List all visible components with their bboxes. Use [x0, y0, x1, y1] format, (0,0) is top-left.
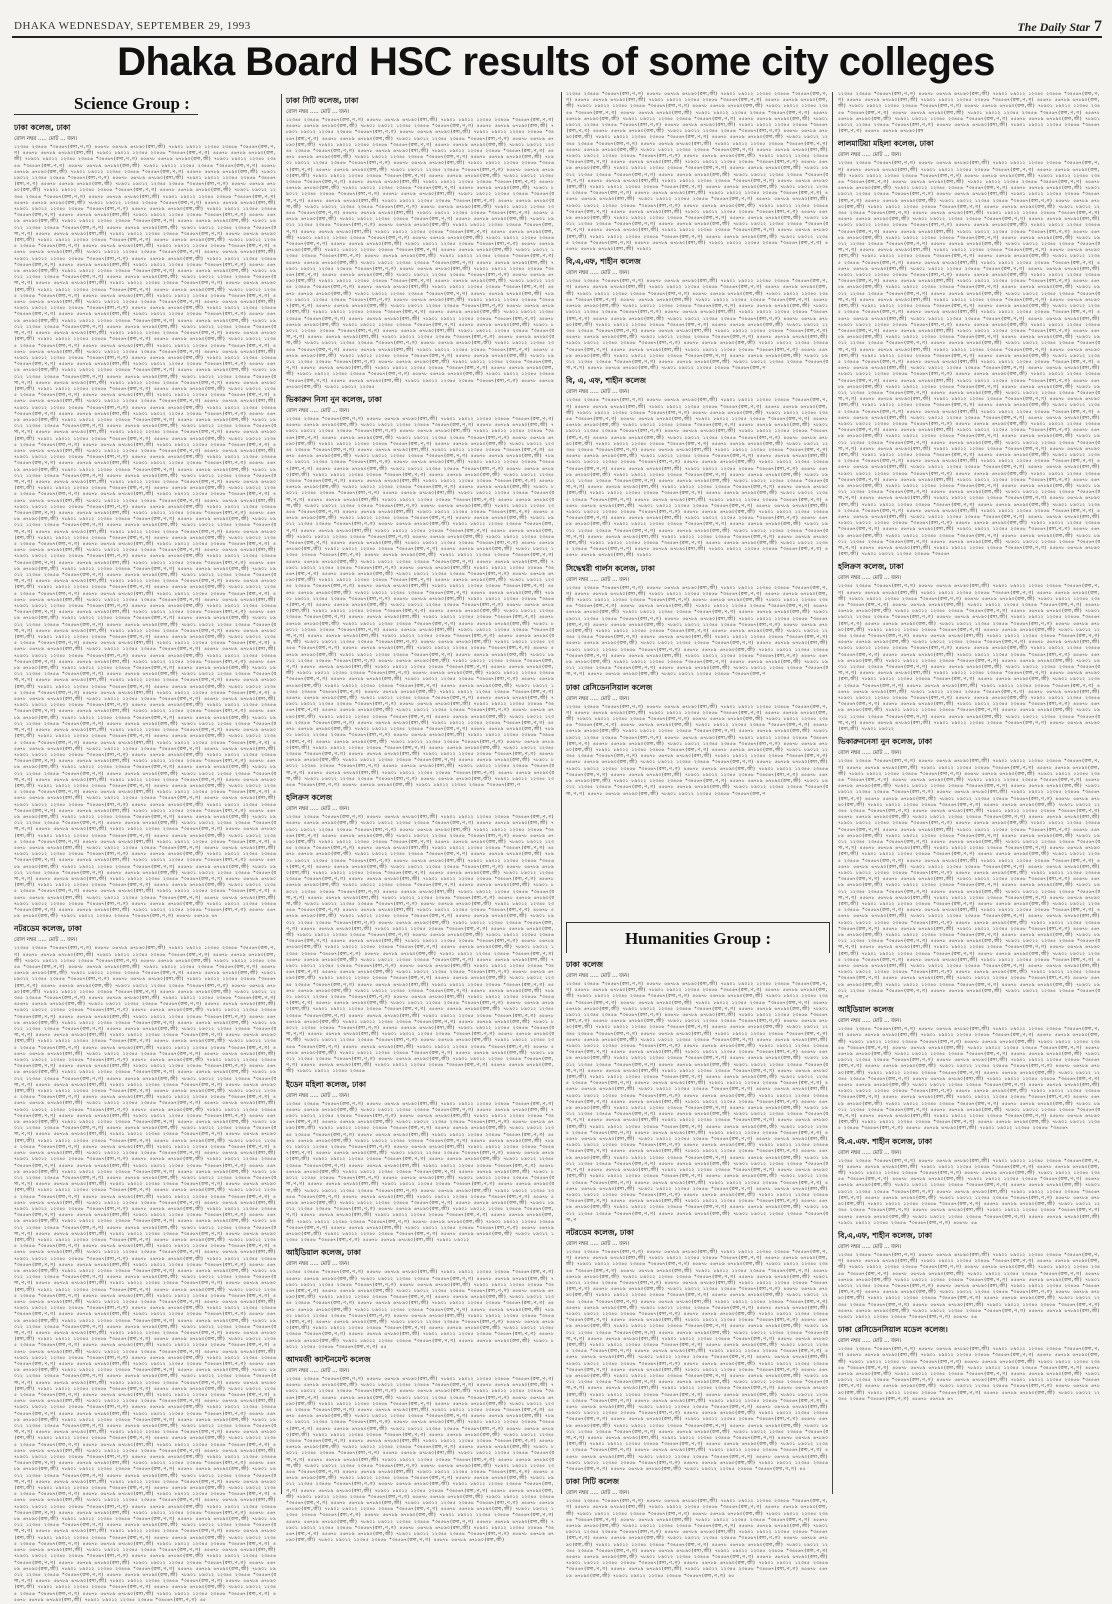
- results-column-3-humanities: [566, 956, 828, 1579]
- roll-range: রোল নম্বর ..... মোট ... জন।: [286, 806, 350, 813]
- results-column-1: [14, 94, 276, 1603]
- college-name: নটরডেম কলেজ, ঢাকা: [566, 1227, 634, 1237]
- column-divider: [832, 92, 833, 1494]
- column-divider: [281, 94, 282, 1494]
- roll-number-listing: ১২৩৪৫ ২৩৪৫৬ *৩৪৫৬৭(রসা,প,গ) ৪৫৬৭৮ ৫৬৭৮৯ ৬৭৮৯০(রসা,জী) ৭৮৯০১ ৮৯০১২ ১২৩৪৫ ২৩৪৫৬ *৩৪৫৬৭(রসা,প,গ) ৪৫৬৭৮ ৫৬৭৮৯ ৬৭৮৯০(রসা,জী) ৭৮৯০১ ৮৯০১২ ১২৩৪৫ ২৩৪৫৬ *৩৪৫৬৭(রসা,প,গ) ৪৫৬৭৮ ৫৬৭৮৯ ৬৭৮৯০(রসা,জী) ৭৮৯০১ ৮৯০১২ ১২৩৪৫ ২৩৪৫৬ *৩৪৫৬৭(রসা,প,গ) ৪৫৬৭৮ ৫৬৭৮৯ ৬৭৮৯০(রসা,জী) ৭৮৯০১ ৮৯০১২ ১২৩৪৫ ২৩৪৫৬ *৩৪৫৬৭(রসা,প,গ) ৪৫৬৭৮ ৫৬৭৮৯ ৬৭৮৯০(রসা,জী) ৭৮৯০১ ৮৯০১২ ১২৩৪৫ ২৩৪৫৬ *৩৪৫৬৭(রসা,প,গ) ৪৫৬৭৮ ৫৬৭৮৯ ৬৭৮৯০(রসা,জী) ৭৮৯০১ ৮৯০১২ ১২৩৪৫ ২৩৪৫৬ *৩৪৫৬৭(রসা,প,গ) ৪৫৬৭৮ ৫৬৭৮৯ ৬৭৮৯০(রসা,জী) ৭৮৯০১ ৮৯০১২ ১২৩৪৫ ২৩৪৫৬ *৩৪৫৬৭(রসা,প,গ) ৪৫৬৭৮ ৫৬৭৮৯ ৬৭৮৯০(রসা,জী) ৭৮৯০১ ৮৯০১২ ১২৩৪৫ ২৩৪৫৬ *৩৪৫৬৭(রসা,প,গ) ৪৫৬৭৮ ৫৬৭৮৯ ৬৭৮৯০(রসা,জী) ৭৮৯০১ ৮৯০১২ ১২৩৪৫ ২৩৪৫৬ *৩৪৫৬৭(রসা,প,গ) ৪৫৬৭৮ ৫৬৭৮৯ ৬৭৮৯০(রসা,জী) ৭৮৯০১ ৮৯০১২ ১২৩৪৫ ২৩৪৫৬ *৩৪৫৬৭(রসা,প,গ) ৪৫৬৭৮ ৫৬৭৮৯ ৬৭৮৯০(রসা,জী) ৭৮৯০১ ৮৯০১২ ১২৩৪৫ ২৩৪৫৬ *৩৪৫৬৭(রসা,প,গ) ৪৫৬৭৮ ৫৬৭৮৯ ৬৭৮৯০(রসা,জী) ৭৮৯০১ ৮৯০১২ ১২৩৪৫ ২৩৪৫৬ *৩৪৫৬৭(রসা,প,গ) ৪৫৬৭৮ ৫৬৭৮৯ ৬৭৮৯০(রসা,জী) ৭৮৯০১ ৮৯০১২ ১২৩৪৫ ২৩৪৫৬ *৩৪৫৬৭(রসা,প,গ) ৪৫৬৭৮ ৫৬৭৮৯ ৬৭৮৯০(রসা,জী) ৭৮৯০১ ৮৯০১২ ১২৩৪৫ ২৩৪৫৬ *৩৪৫৬৭(রসা,প,গ) ৪৫৬৭৮ ৫৬৭৮৯ ৬৭৮৯০(রসা,জী) ৭৮৯০১ ৮৯০১২ ১২৩৪৫ ২৩৪৫৬ *৩৪৫৬৭(রসা,প,গ) ৪৫৬৭৮ ৫৬৭৮৯ ৬৭৮৯০(রসা,জী) ৭৮৯০১ ৮৯০১২ ১২৩৪৫ ২৩৪৫৬ *৩৪৫৬৭(রসা,প,গ) ৪৫৬৭৮ ৫৬৭৮৯ ৬৭৮৯০(রসা,জী) ৭৮৯০১ ৮৯০১২ ১২৩৪৫ ২৩৪৫৬ *৩৪৫৬৭(রসা,প,গ) ৪৫: [566, 1499, 828, 1579]
- roll-range: রোল নম্বর ..... মোট ... জন।: [14, 136, 78, 142]
- roll-range: রোল নম্বর ..... মোট ... জন।: [566, 973, 630, 979]
- roll-number-listing: ১২৩৪৫ ২৩৪৫৬ *৩৪৫৬৭(রসা,প,গ) ৪৫৬৭৮ ৫৬৭৮৯ ৬৭৮৯০(রসা,জী) ৭৮৯০১ ৮৯০১২ ১২৩৪৫ ২৩৪৫৬ *৩৪৫৬৭(রসা,প,গ) ৪৫৬৭৮ ৫৬৭৮৯ ৬৭৮৯০(রসা,জী) ৭৮৯০১ ৮৯০১২ ১২৩৪৫ ২৩৪৫৬ *৩৪৫৬৭(রসা,প,গ) ৪৫৬৭৮ ৫৬৭৮৯ ৬৭৮৯০(রসা,জী) ৭৮৯০১ ৮৯০১২ ১২৩৪৫ ২৩৪৫৬ *৩৪৫৬৭(রসা,প,গ) ৪৫৬৭৮ ৫৬৭৮৯ ৬৭৮৯০(রসা,জী) ৭৮৯০১ ৮৯০১২ ১২৩৪৫ ২৩৪৫৬ *৩৪৫৬৭(রসা,প,গ) ৪৫৬৭৮ ৫৬৭৮৯ ৬৭৮৯০(রসা,জী) ৭৮৯০১ ৮৯০১২ ১২৩৪৫ ২৩৪৫৬ *৩৪৫৬৭(রসা,প,গ) ৪৫৬৭৮ ৫৬৭৮৯ ৬৭৮৯০(রসা,জী) ৭৮৯০১ ৮৯০১২ ১২৩৪৫ ২৩৪৫৬ *৩৪৫৬৭(রসা,প,গ) ৪৫৬৭৮ ৫৬৭৮৯ ৬৭৮৯০(রসা,জী) ৭৮৯০১ ৮৯০১২ ১২৩৪৫ ২৩৪৫৬ *৩৪৫৬৭(রসা,প,গ) ৪৫৬৭৮ ৫৬৭৮৯ ৬৭৮৯০(রসা,জী) ৭৮৯০১ ৮৯০১২ ১২৩৪৫ ২৩৪৫৬ *৩৪৫৬৭(রসা,প,গ) ৪৫৬৭৮ ৫৬৭৮৯ ৬৭৮৯০(রসা,জী) ৭৮৯০১ ৮৯০১২ ১২৩৪৫ ২৩৪৫৬ *৩৪৫৬৭(রসা,প,গ) ৪৫৬৭৮ ৫৬৭৮৯ ৬৭৮৯০(রসা,জী) ৭৮৯০১ ৮৯০১২ ১২৩৪৫ ২৩৪৫৬ *৩৪৫৬৭(রসা,প,গ) ৪৫৬৭৮ ৫৬৭৮৯ ৬৭৮৯০(রসা,জী) ৭৮৯০১ ৮৯০১২ ১২৩৪৫ ২৩৪৫৬ *৩৪৫৬৭(রসা,প,গ) ৪৫৬৭৮ ৫৬৭৮৯ ৬৭৮৯০(রসা,জী) ৭৮৯০১ ৮৯০১২ ১২৩৪৫ ২৩৪৫৬ *৩৪৫৬৭(রসা,প,গ) ৪৫৬৭৮ ৫৬৭৮৯ ৬৭৮৯০(রসা,জী) ৭৮৯০১ ৮৯০১২ ১২৩৪৫ ২৩৪৫৬ *৩৪৫৬৭(রসা,প,গ) ৪৫৬৭৮ ৫৬৭৮৯ ৬৭৮৯০(রসা,জী) ৭৮৯০১ ৮৯০১২ ১২৩৪৫ ২৩৪৫৬ *৩৪৫৬৭(রসা,প,গ) ৪৫৬৭৮ ৫৬৭৮৯ ৬৭৮৯০(রসা,জী) ৭৮৯০১ ৮৯০১২ ১২৩৪৫ ২৩৪৫৬ *৩৪৫৬৭(রসা,প,গ) ৪৫৬৭৮ ৫৬৭৮৯ ৬৭৮৯০(রসা,জী) ৭৮৯০১ ৮৯০১২ ১২৩৪৫ ২৩৪৫৬ *৩৪৫৬৭(রসা,প,গ) ৪৫৬৭৮ ৫৬৭৮৯ ৬৭৮৯০(রসা,জী) ৭৮৯০১ ৮৯০১২ ১২৩৪৫ ২৩৪৫৬ *৩৪৫৬৭(রসা,প,গ) ৪৫৬৭৮ ৫৬৭৮৯ ৬৭৮৯০(রসা,জী) ৭৮৯০১ ৮৯০১২ ১২৩৪৫ ২৩৪৫৬ *৩৪৫৬৭(রসা,প,গ) ৪৫৬৭৮ ৫৬৭৮৯ ৬৭৮৯০(রসা,জী) ৭৮৯০১ ৮৯০১২ ১২৩৪৫ ২৩৪৫৬ *৩৪৫৬৭(রসা,প,গ) ৪৫৬৭৮ ৫৬৭৮৯ ৬৭৮৯০(রসা,জী) ৭৮৯০১ ৮৯০১২ ১২৩৪৫ ২৩৪৫৬ *৩৪৫৬৭(রসা,প,গ) ৪৫৬৭৮ ৫৬৭৮৯ ৬৭৮৯০(রসা,জী) ৭৮৯০১ ৮৯০১২ ১২৩৪৫ ২৩৪৫৬ *৩৪৫৬৭(রসা,প,গ) ৪৫৬৭৮ ৫৬৭৮৯ ৬৭৮৯০(রসা,জী) ৭৮৯০১ ৮৯০১২ ১২৩৪৫ ২৩৪৫৬ *৩৪৫৬৭(রসা,প,গ) ৪৫৬৭৮ ৫৬৭৮৯ ৬৭৮৯০(রসা,জী) ৭৮৯০১ ৮৯০১২ ১২৩৪৫ ২৩৪৫৬ *৩৪৫৬৭(রসা,প,গ) ৪৫৬৭৮ ৫৬৭৮৯ ৬৭৮৯০(রসা,জী) ৭৮৯০১ ৮৯০১২ ১২৩৪৫ ২৩৪৫৬ *৩৪৫৬৭(রসা,প,গ) ৪৫৬৭৮ ৫৬৭৮৯ ৬৭৮৯০(রসা,জী) ৭৮৯০১ ৮৯০১২ ১২৩৪৫ ২৩৪৫৬ *৩৪৫৬৭(রসা,প,গ) ৪৫৬৭৮ ৫৬৭৮৯ ৬৭৮৯০(রসা,জী) ৭৮৯০১ ৮৯০১২ ১২৩৪৫ ২৩৪৫৬ *৩৪৫৬৭(রসা,প,গ) ৪৫৬৭৮ ৫৬৭৮৯ ৬৭৮৯০(রসা,জী) ৭৮৯০১ ৮৯০১২ ১২৩৪৫ ২৩৪৫৬ *৩৪৫৬৭(রসা,প,গ) ৪৫৬৭৮ ৫৬৭৮৯ ৬৭৮৯০(রসা,জী) ৭৮৯০১ ৮৯০১২ ১২৩৪৫ ২৩৪৫৬ *৩৪৫৬৭(রসা,প,গ) ৪৫৬৭৮ ৫৬৭৮৯ ৬৭৮৯০(রসা,জী) ৭৮৯০১ ৮৯০১২ ১২৩৪৫ ২৩৪৫৬ *৩৪৫৬৭(রসা,প,গ) ৪৫৬৭৮ ৫৬৭৮৯ ৬৭৮৯০(রসা,জী) ৭৮৯০১ ৮৯০১২ ১২৩৪৫ ২৩৪৫৬ *৩৪৫৬৭(রসা,প,গ) ৪৫৬৭৮ ৫৬৭৮৯ ৬৭৮৯০(রসা,জী) ৭৮৯০১ ৮৯০১২ ১২৩৪৫ ২৩৪৫৬ *৩৪৫৬৭(রসা,প,গ) ৪৫৬৭৮ ৫৬৭৮৯ ৬৭৮৯০(রসা,জী) ৭৮৯০১ ৮৯০১২ ১২৩৪৫ ২৩৪৫৬ *৩৪৫৬৭(রসা,প,গ) ৪৫৬৭৮ ৫৬৭৮৯ ৬৭৮৯০(রসা,জী) ৭৮৯০১ ৮৯০১২ ১২৩৪৫ ২৩৪৫৬ *৩৪৫৬৭(রসা,প,গ) ৪৫৬৭৮ ৫৬৭৮৯ ৬৭৮৯০(রসা,জী) ৭৮৯০১ ৮৯০১২ ১২৩৪৫ ২৩৪৫৬ *৩৪৫৬৭(রসা,প,গ) ৪৫৬৭৮ ৫৬৭৮৯ ৬৭৮৯০(রসা,জী) ৭৮৯০১ ৮৯০১২ ১২৩৪৫ ২৩৪৫৬ *৩৪৫৬৭(রসা,প,গ) ৪৫৬৭৮ ৫৬৭৮৯ ৬৭৮৯০(রসা,জী) ৭৮৯০১ ৮৯০১২ ১২৩৪৫ ২৩৪৫৬ *৩৪৫৬৭(রসা,প,গ) ৪৫৬৭৮ ৫৬৭৮৯ ৬৭৮৯০(রসা,জী) ৭৮৯০১ ৮৯০১২ ১২৩৪৫ ২৩৪৫৬ *৩৪৫৬৭(রসা,প,গ) ৪৫৬৭৮ ৫৬৭৮৯ ৬৭৮৯০(রসা,জী) ৭৮৯০১ ৮৯০১২ ১২৩৪৫ ২৩৪৫৬ *৩৪৫৬৭(রসা,প,গ) ৪৫৬৭৮ ৫৬৭৮৯ ৬৭৮৯০(রসা,জী) ৭৮৯০১ ৮৯০১২ ১২৩৪৫ ২৩৪৫৬ *৩৪৫৬৭(রসা,প,গ) ৪৫৬৭৮ ৫৬৭৮৯ ৬৭৮৯০(রসা,জী) ৭৮৯০১ ৮৯০১২ ১২৩৪৫ ২৩৪৫৬ *৩৪৫৬৭(রসা,প,গ) ৪৫৬৭৮ ৫৬৭৮৯ ৬৭৮৯০(রসা,জী) ৭৮৯০১ ৮৯০১২ ১২৩৪৫ ২৩৪৫৬ *৩৪৫৬৭(রসা,প,গ) ৪৫৬৭৮ ৫৬৭৮৯ ৬৭৮৯০(রসা,জী) ৭৮৯০১ ৮৯০১২ ১২৩৪৫ ২৩৪৫৬ *৩৪৫৬৭(রসা,প,গ) ৪৫৬৭৮ ৫৬৭৮৯ ৬৭৮৯০(রসা,জী) ৭৮৯০১ ৮৯০১২ ১২৩৪৫ ২৩৪৫৬ *৩৪৫৬৭(রসা,প,গ) ৪৫৬৭৮ ৫৬৭৮৯ ৬৭৮৯০(রসা,জী) ৭৮৯০১ ৮৯০১২ ১২৩৪৫ ২৩৪৫৬ *৩৪৫৬৭(রসা,প,গ) ৪৫৬৭৮ ৫৬৭৮৯ ৬৭৮৯০(রসা,জী) ৭৮৯০১ ৮৯০১২ ১২৩৪৫ ২৩৪৫৬ *৩৪৫৬৭(রসা,প,গ) ৪৫৬৭৮ ৫৬৭৮৯ ৬৭৮৯০(রসা,জী) ৭৮৯০১ ৮৯০১২ ১২৩৪৫ ২৩৪৫৬ *৩৪৫৬৭(রসা,প,গ) ৪৫৬৭৮ ৫৬৭৮৯ ৬৭৮৯০(রসা,জী) ৭৮৯০১ ৮৯০১২ ১২৩৪৫ ২৩৪৫৬ *৩৪৫৬৭(রসা,প,গ) ৪৫৬৭৮ ৫৬৭৮৯ ৬৭৮৯০(রসা,জী) ৭৮৯০১ ৮৯০১২ ১২৩৪৫ ২৩৪৫৬ *৩৪৫৬৭(রসা,প,গ) ৪৫৬৭৮ ৫৬৭৮৯ ৬৭৮৯০(রসা,জী) ৭৮৯০১ ৮৯০১২ ১২৩৪৫ ২৩৪৫৬ *৩৪৫৬৭(রসা,প,গ) ৪৫: [566, 1249, 828, 1473]
- roll-number-listing: ১২৩৪৫ ২৩৪৫৬ *৩৪৫৬৭(রসা,প,গ) ৪৫৬৭৮ ৫৬৭৮৯ ৬৭৮৯০(রসা,জী) ৭৮৯০১ ৮৯০১২ ১২৩৪৫ ২৩৪৫৬ *৩৪৫৬৭(রসা,প,গ) ৪৫৬৭৮ ৫৬৭৮৯ ৬৭৮৯০(রসা,জী) ৭৮৯০১ ৮৯০১২ ১২৩৪৫ ২৩৪৫৬ *৩৪৫৬৭(রসা,প,গ) ৪৫৬৭৮ ৫৬৭৮৯ ৬৭৮৯০(রসা,জী) ৭৮৯০১ ৮৯০১২ ১২৩৪৫ ২৩৪৫৬ *৩৪৫৬৭(রসা,প,গ) ৪৫৬৭৮ ৫৬৭৮৯ ৬৭৮৯০(রসা,জী) ৭৮৯০১ ৮৯০১২ ১২৩৪৫ ২৩৪৫৬ *৩৪৫৬৭(রসা,প,গ) ৪৫৬৭৮ ৫৬৭৮৯ ৬৭৮৯০(রসা,জী) ৭৮৯০১ ৮৯০১২ ১২৩৪৫ ২৩৪৫৬ *৩৪৫৬৭(রসা,প,গ) ৪৫৬৭৮ ৫৬৭৮৯ ৬৭৮৯০(রসা,জী) ৭৮৯০১ ৮৯০১২ ১২৩৪৫ ২৩৪৫৬ *৩৪৫৬৭(রসা,প,গ) ৪৫৬৭৮ ৫৬৭৮৯ ৬৭৮৯০(রসা,জী) ৭৮৯০১ ৮৯০১২ ১২৩৪৫ ২৩৪৫৬ *৩৪৫৬৭(রসা,প,গ) ৪৫৬৭৮ ৫৬৭৮৯ ৬৭৮৯০(রসা,জী) ৭৮৯০১ ৮৯০১২ ১২৩৪৫ ২৩৪৫৬ *৩৪৫৬৭(রসা,প,গ) ৪৫৬৭৮ ৫৬৭৮৯ ৬৭৮৯০(রসা,জী) ৭৮৯০১ ৮৯০১২ ১২৩৪৫ ২৩৪৫৬ *৩৪৫৬৭(রসা,প,গ) ৪৫৬৭৮ ৫৬৭৮৯ ৬৭৮৯০(রসা,জী) ৭৮৯০১ ৮৯০১২ ১২৩৪৫ ২৩৪৫৬ *৩৪৫৬৭(রসা,প,গ) ৪৫৬৭৮ ৫৬৭৮৯ ৬৭৮৯০(রসা,জী) ৭৮৯০১ ৮৯০১২ ১২৩৪৫ ২৩৪৫৬ *৩৪৫৬৭(রসা,প,গ) ৪৫৬৭৮ ৫৬৭৮৯ ৬৭৮৯০(রসা,জী) ৭৮৯০১ ৮৯০১২ ১২৩৪৫ ২৩৪৫৬ *৩৪৫৬৭(রসা,প,গ) ৪৫৬৭৮ ৫৬৭৮৯ ৬৭৮৯০(রসা,জী) ৭৮৯০১ ৮৯০১২ ১২৩৪৫ ২৩৪৫৬ *৩৪৫৬৭(রসা,প,গ) ৪৫৬৭৮ ৫৬৭৮৯ ৬৭৮৯০(রসা,জী) ৭৮৯০১ ৮৯০১২ ১২৩৪৫ ২৩৪৫৬ *৩৪৫৬৭(রসা,প,গ) ৪৫৬৭৮ ৫৬৭৮৯ ৬৭৮৯০(রসা,জী) ৭৮৯০১ ৮৯০১২ ১২৩৪৫ ২৩৪৫৬ *৩৪৫৬৭(রসা,প,গ) ৪৫৬৭৮ ৫৬৭৮৯ ৬৭৮৯০(রসা,জী) ৭৮৯০১ ৮৯০১২ ১২৩৪৫ ২৩৪৫৬ *৩৪৫৬৭(রসা,প,গ) ৪৫৬৭৮ ৫৬৭৮৯ ৬৭৮৯০(রসা,জী) ৭৮৯০১ ৮৯০১২ ১২৩৪৫ ২৩৪৫৬ *৩৪৫৬৭(রসা,প,গ) ৪৫৬৭৮ ৫৬৭৮৯ ৬৭৮৯০(রসা,জী) ৭৮৯০১ ৮৯০১২ ১২৩৪৫ ২৩৪৫৬ *৩৪৫৬৭(রসা,প,গ) ৪৫৬৭৮ ৫৬৭৮৯ ৬৭৮৯০(রসা,জী) ৭৮৯০১ ৮৯০১২ ১২৩৪৫ ২৩৪৫৬ *৩৪৫৬৭(রসা,প,গ) ৪৫৬৭৮ ৫৬৭৮৯ ৬৭৮৯০(রসা,জী) ৭৮৯০১ ৮৯০১২ ১২৩৪৫ ২৩৪৫৬ *৩৪৫৬৭(রসা,প,গ) ৪৫৬৭৮ ৫৬৭৮৯ ৬৭৮৯০(রসা,জী) ৭৮৯০১ ৮৯০১২ ১২৩৪৫ ২৩৪৫৬ *৩৪৫৬৭(রসা,প,গ) ৪৫৬৭৮ ৫৬৭৮৯ ৬৭৮৯০(রসা,জী) ৭৮৯০১ ৮৯০১২ ১২৩৪৫ ২৩৪৫৬ *৩৪৫৬৭(রসা,প,গ) ৪৫৬৭৮ ৫৬৭৮৯ ৬৭৮৯০(রসা,জী) ৭৮৯০১ ৮৯০১২ ১২৩৪৫ ২৩৪৫৬ *৩৪৫৬৭(রসা,প,গ) ৪৫৬৭৮ ৫৬৭৮৯ ৬৭৮৯০(রসা,জী) ৭৮৯০১ ৮৯০১২ ১২৩৪৫ ২৩৪৫৬ *৩৪৫৬৭(রসা,প,গ) ৪৫৬৭৮ ৫৬৭৮৯ ৬৭৮৯০(রসা,জী) ৭৮৯০১ ৮৯০১২ ১২৩৪৫ ২৩৪৫৬ *৩৪৫৬৭(রসা,প,গ) ৪৫৬৭৮ ৫৬৭৮৯ ৬৭৮৯০(রসা,জী) ৭৮৯০১ ৮৯০১২ ১২৩৪৫ ২৩৪৫৬ *৩৪৫৬৭(রসা,প,গ) ৪৫৬৭৮ ৫৬৭৮৯ ৬৭৮৯০(রসা,জী) ৭৮৯০১ ৮৯০১২ ১২৩৪৫ ২৩৪৫৬ *৩৪৫৬৭(রসা,প,গ) ৪৫৬৭৮ ৫৬৭৮৯ ৬৭৮৯০(রসা,জী) ৭৮৯০১ ৮৯০১২ ১২৩৪৫ ২৩৪৫৬ *৩৪৫৬৭(রসা,প,গ) ৪৫৬৭৮ ৫৬৭৮৯ ৬৭৮৯০(রসা,জী) ৭৮৯০১ ৮৯০১২ ১২৩৪৫ ২৩৪৫৬ *৩৪৫৬৭(রসা,প,গ) ৪৫৬৭৮ ৫৬৭৮৯ ৬৭৮৯০(রসা,জী) ৭৮৯০১ ৮৯০১২ ১২৩৪৫ ২৩৪৫৬ *৩৪৫৬৭(রসা,প,গ) ৪৫৬৭৮ ৫৬৭৮৯ ৬৭৮৯০(রসা,জী) ৭৮৯০১ ৮৯০১২ ১২৩৪৫ ২৩৪৫৬ *৩৪৫৬৭(রসা,প,গ) ৪৫৬৭৮ ৫৬৭৮৯ ৬৭৮৯০(রসা,জী) ৭৮৯০১ ৮৯০১২ ১২৩৪৫ ২৩৪৫৬ *৩৪৫৬৭(রসা,প,গ) ৪৫৬৭৮ ৫৬৭৮৯ ৬৭৮৯০(রসা,জী) ৭৮৯০১ ৮৯০১২ ১২৩৪৫ ২৩৪৫৬ *৩৪৫৬৭(রসা,প,গ) ৪৫৬৭৮ ৫৬৭৮৯ ৬৭৮৯০(রসা,জী) ৭৮৯০১ ৮৯০১২ ১২৩৪৫ ২৩৪৫৬ *৩৪৫৬৭(রসা,প,গ) ৪৫৬৭৮ ৫৬৭৮৯ ৬৭৮৯০(রসা,জী) ৭৮৯০১ ৮৯০১২ ১২৩৪৫ ২৩৪৫৬ *৩৪৫৬৭(রসা,প,গ) ৪৫৬৭৮ ৫৬৭৮৯ ৬৭৮৯০(রসা,জী) ৭৮৯০১ ৮৯০১২ ১২৩৪৫ ২৩৪৫৬ *৩৪৫৬৭(রসা,প,গ) ৪৫৬৭৮ ৫৬৭৮৯ ৬৭৮৯০(রসা,জী) ৭৮৯০১ ৮৯০১২ ১২৩৪৫ ২৩৪৫৬ *৩৪৫৬৭(রসা,প,গ) ৪৫৬৭৮ ৫৬৭৮৯ ৬৭৮৯০(রসা,জী) ৭৮৯০১ ৮৯০১২ ১২৩৪৫ ২৩৪৫৬ *৩৪৫৬৭(রসা,প,গ) ৪৫৬৭৮ ৫৬৭৮৯ ৬৭৮৯০(রসা,জী) ৭৮৯০১ ৮৯০১২ ১২৩৪৫ ২৩৪৫৬ *৩৪৫৬৭(রসা,প,গ) ৪৫৬৭৮ ৫৬৭৮৯ ৬৭৮৯০(রসা,জী) ৭৮৯০১ ৮৯০১২ ১২৩৪৫ ২৩৪৫৬ *৩৪৫৬৭(রসা,প,গ) ৪৫৬৭৮ ৫৬৭৮৯ ৬৭৮৯০(রসা,জী) ৭৮৯০১ ৮৯০১২ ১২৩৪৫ ২৩৪৫৬ *৩৪৫৬৭(রসা,প,গ) ৪৫৬৭৮ ৫৬৭৮৯ ৬৭৮৯০(রসা,জী) ৭৮৯০১ ৮৯০১২ ১২৩৪৫ ২৩৪৫৬ *৩৪৫৬৭(রসা,প,গ) ৪৫৬৭৮ ৫৬৭৮৯ ৬৭৮৯০(রসা,জী) ৭৮৯০১ ৮৯০১২ ১২৩৪৫ ২৩৪৫৬ *৩৪৫৬৭(রসা,প,গ) ৪৫৬৭৮ ৫৬৭৮৯ ৬৭৮৯০(রসা,জী) ৭৮৯০১ ৮৯০১২ ১২৩৪৫ ২৩৪৫৬ *৩৪৫৬৭(রসা,প,গ) ৪৫৬৭৮ ৫৬৭৮৯ ৬৭৮৯০(রসা,জী) ৭৮৯০১ ৮৯০১২ ১২৩৪৫ ২৩৪৫৬ *৩৪৫৬৭(রসা,প,গ) ৪৫৬৭৮ ৫৬৭৮৯ ৬৭৮৯০(রসা,জী) ৭৮৯০১ ৮৯০১২ ১২৩৪৫ ২৩৪৫৬ *৩৪৫৬৭(রসা,প,গ) ৪৫৬৭৮ ৫৬৭৮৯ ৬৭৮৯০(রসা,জী) ৭৮৯০১ ৮৯০১২ ১২৩৪৫ ২৩৪৫৬ *৩৪৫৬৭(রসা,প,গ) ৪৫৬৭৮ ৫৬৭৮৯ ৬৭৮৯০(রসা,জী) ৭৮৯০১ ৮৯০১২ ১২৩৪৫ ২৩৪৫৬ *৩৪৫৬৭(রসা,প,গ) ৪৫৬৭৮ ৫৬৭৮৯ ৬৭৮৯০(রসা,জী) ৭৮৯০১ ৮৯০১২ ১২৩৪৫ ২৩৪৫৬ *৩৪৫৬৭(রসা,প,গ) ৪৫৬৭৮ ৫৬৭৮৯ ৬৭৮৯০(রসা,জী) ৭৮৯০১ ৮৯০১২ ১২৩৪৫ ২৩৪৫৬ *৩৪৫৬৭(রসা,প,গ) ৪৫৬৭৮ ৫৬৭৮৯ ৬৭৮৯০(রসা,জী) ৭৮৯০১ ৮৯০১২ ১২৩৪৫ ২৩৪৫৬ *৩৪৫৬৭(রসা,প,গ) ৪৫৬৭৮ ৫৬৭৮৯ ৬৭৮৯০(রসা,জী) ৭৮৯০১ ৮৯০১২ ১২৩৪৫ ২৩৪৫৬ *৩৪৫৬৭(রসা,প,গ) ৪৫৬৭৮ ৫৬৭৮৯ ৬৭৮৯০(রসা,জী) ৭৮৯০১ ৮৯০১২ ১২৩৪৫ ২৩৪৫৬ *৩৪৫৬৭(রসা,প,গ) ৪৫৬৭৮ ৫৬৭৮৯ ৬৭৮৯০(রসা,জী) ৭৮৯০১ ৮৯০১২ ১২৩৪৫ ২৩৪৫৬ *৩৪৫৬৭(রসা,প,গ) ৪৫৬৭৮ ৫৬৭৮৯ ৬৭৮৯০(রসা,জী) ৭৮৯০১ ৮৯০১২ ১২৩৪৫ ২৩৪৫৬ *৩৪৫৬৭(রসা,প,গ) ৪৫৬৭৮ ৫৬৭৮৯ ৬৭৮৯০(রসা,জী) ৭৮৯০১ ৮৯০১২ ১২৩৪৫ ২৩৪৫৬ *৩৪৫৬৭(রসা,প,গ) ৪৫৬৭৮ ৫৬৭৮৯ ৬৭৮৯০(রসা,জী) ৭৮৯০১ ৮৯০১২ ১২৩৪৫ ২৩৪৫৬ *৩৪৫৬৭(রসা,প,গ) ৪৫৬৭৮ ৫৬৭৮৯ ৬৭৮৯০(রসা,জী) ৭৮৯০১ ৮৯০১২ ১২৩৪৫ ২৩৪৫৬ *৩৪৫৬৭(রসা,প,গ) ৪৫৬৭৮ ৫৬৭৮৯ ৬৭৮৯০(রসা,জী) ৭৮৯০১ ৮৯০১২ ১২৩৪৫ ২৩৪৫৬ *৩৪৫৬৭(রসা,প,গ) ৪৫৬৭৮ ৫৬৭৮৯ ৬৭৮৯০(রসা,জী) ৭৮৯০১ ৮৯০১২ ১২৩৪৫ ২৩৪৫৬ *৩৪৫৬৭(রসা,প,গ) ৪৫৬৭৮ ৫৬৭৮৯ ৬৭৮৯০(রসা,জী) ৭৮৯০১ ৮৯০১২ ১২৩৪৫: [286, 118, 554, 390]
- column-divider: [561, 92, 562, 1494]
- roll-number-listing: ১২৩৪৫ ২৩৪৫৬ *৩৪৫৬৭(রসা,প,গ) ৪৫৬৭৮ ৫৬৭৮৯ ৬৭৮৯০(রসা,জী) ৭৮৯০১ ৮৯০১২ ১২৩৪৫ ২৩৪৫৬ *৩৪৫৬৭(রসা,প,গ) ৪৫৬৭৮ ৫৬৭৮৯ ৬৭৮৯০(রসা,জী) ৭৮৯০১ ৮৯০১২ ১২৩৪৫ ২৩৪৫৬ *৩৪৫৬৭(রসা,প,গ) ৪৫৬৭৮ ৫৬৭৮৯ ৬৭৮৯০(রসা,জী) ৭৮৯০১ ৮৯০১২ ১২৩৪৫ ২৩৪৫৬ *৩৪৫৬৭(রসা,প,গ) ৪৫৬৭৮ ৫৬৭৮৯ ৬৭৮৯০(রসা,জী) ৭৮৯০১ ৮৯০১২ ১২৩৪৫ ২৩৪৫৬ *৩৪৫৬৭(রসা,প,গ) ৪৫৬৭৮ ৫৬৭৮৯ ৬৭৮৯০(রসা,জী) ৭৮৯০১ ৮৯০১২ ১২৩৪৫ ২৩৪৫৬ *৩৪৫৬৭(রসা,প,গ) ৪৫৬৭৮ ৫৬৭৮৯ ৬৭৮৯০(রসা,জী) ৭৮৯০১ ৮৯০১২ ১২৩৪৫ ২৩৪৫৬ *৩৪৫৬৭(রসা,প,গ) ৪৫৬৭৮ ৫৬৭৮৯ ৬৭৮৯০(রসা,জী) ৭৮৯০১ ৮৯০১২ ১২৩৪৫ ২৩৪৫৬ *৩৪৫৬৭(রসা,প,গ) ৪৫৬৭৮ ৫৬৭৮৯ ৬৭৮৯০(রসা,জী) ৭৮৯০১ ৮৯০১২ ১২৩৪৫ ২৩৪৫৬ *৩৪৫৬৭(রসা,প,গ) ৪৫৬৭৮ ৫৬৭৮৯ ৬৭৮৯০(রসা,জী) ৭৮৯০১ ৮৯০১২ ১২৩৪৫ ২৩৪৫৬ *৩৪৫৬৭(রসা,প,গ) ৪৫৬৭৮ ৫৬৭৮৯ ৬৭৮৯০(রসা,জী) ৭৮৯০১ ৮৯০১২ ১২৩৪৫ ২৩৪৫৬ *৩৪৫৬৭(রসা,প,গ) ৪৫৬৭৮ ৫৬৭৮৯ ৬৭৮৯০(রসা,জী) ৭৮৯০১ ৮৯০১২ ১২৩৪৫ ২৩৪৫৬ *৩৪৫৬৭(রসা,প,গ) ৪৫৬৭৮ ৫৬৭৮৯ ৬৭৮৯০(রসা,জী) ৭৮৯০১ ৮৯০১২ ১২৩৪৫ ২৩৪৫৬ *৩৪৫৬৭(রসা,প,গ) ৪৫৬৭৮ ৫৬৭৮৯ ৬৭৮৯০(রসা,জী) ৭৮৯০১ ৮৯০১২ ১২৩৪৫ ২৩৪৫৬ *৩৪৫৬৭(রসা,প,গ) ৪৫৬৭৮ ৫৬৭৮৯ ৬৭৮৯০(রসা,জী) ৭৮৯০১ ৮৯০১২ ১২৩৪৫ ২৩৪৫৬ *৩৪৫৬৭(রসা,প,গ) ৪৫৬৭৮ ৫৬৭৮৯ ৬৭৮৯০(রসা,জী) ৭৮৯০১ ৮৯০১২ ১২৩৪৫ ২৩৪৫৬ *৩৪৫৬৭(রসা,প,গ) ৪৫৬৭৮ ৫৬৭৮৯ ৬৭৮৯০(রসা,জী) ৭৮৯০১ ৮৯০১২ ১২৩৪৫ ২৩৪৫৬ *৩৪৫৬৭(রসা,প,গ) ৪৫৬৭৮ ৫৬৭৮৯ ৬৭৮৯০(রসা,জী) ৭৮৯০১ ৮৯০১২ ১২৩৪৫ ২৩৪৫৬ *৩৪৫৬৭(রসা,প,গ) ৪৫৬৭৮ ৫৬৭৮৯ ৬৭৮৯০(রসা,জী) ৭৮৯০১ ৮৯০১২ ১২৩৪৫ ২৩৪৫৬ *৩৪৫৬৭(রসা,প,গ) ৪৫৬৭৮ ৫৬৭৮৯ ৬৭৮৯০(রসা,জী) ৭৮৯০১ ৮৯০১২ ১২৩৪৫ ২৩৪৫৬ *৩৪৫৬৭(রসা,প,গ) ৪৫৬৭৮ ৫৬৭৮৯ ৬৭৮৯০(রসা,জী) ৭৮৯০১ ৮৯০১২ ১২৩৪৫ ২৩৪৫৬ *৩৪৫৬৭(রসা,প,গ) ৪৫৬৭৮ ৫৬৭৮৯ ৬৭৮৯০(রসা,জী) ৭৮৯০১ ৮৯০১২ ১২৩৪৫ ২৩৪৫৬ *৩৪৫৬৭(রসা,প,গ) ৪৫৬৭৮ ৫৬৭৮৯ ৬৭৮৯০(রসা,জী) ৭৮৯০১ ৮৯০১২ ১২৩৪৫ ২৩৪৫৬ *৩৪৫৬৭(রসা,প,গ) ৪৫৬৭৮ ৫৬৭৮৯ ৬৭৮৯০(রসা,জী) ৭৮৯০১ ৮৯০১২ ১২৩৪৫ ২৩৪৫৬ *৩৪৫৬৭(রসা,প,গ) ৪৫৬৭৮ ৫৬৭৮৯ ৬৭৮৯০(রসা,জী) ৭৮৯০১ ৮৯০১২ ১২৩৪৫ ২৩৪৫৬ *৩৪৫৬৭(রসা,প,গ) ৪৫৬৭৮ ৫৬৭৮৯ ৬৭৮৯০(রসা,জী) ৭৮৯০১ ৮৯০১২ ১২৩৪৫ ২৩৪৫৬ *৩৪৫৬৭(রসা,প,গ) ৪৫৬৭৮ ৫৬৭৮৯ ৬৭৮৯০(রসা,জী) ৭৮৯০১ ৮৯০১২ ১২৩৪৫ ২৩৪৫৬ *৩৪৫৬৭(রসা,প,গ) ৪৫৬৭৮ ৫৬৭৮৯ ৬৭৮৯০(রসা,জী) ৭৮৯০১ ৮৯০১২ ১২৩৪৫ ২৩৪৫৬ *৩৪৫৬৭(রসা,প,গ) ৪৫৬৭৮ ৫৬৭৮৯ ৬৭৮৯০(রসা,জী) ৭৮৯০১ ৮৯০১২ ১২৩৪৫ ২৩৪৫৬ *৩৪৫৬৭(রসা,প,গ) ৪৫৬৭৮ ৫৬৭৮৯ ৬৭৮৯০(রসা,জী) ৭৮৯০১ ৮৯০১২ ১২৩৪৫ ২৩৪৫৬ *৩৪৫৬৭(রসা,প,গ) ৪৫৬৭৮ ৫৬৭৮৯ ৬৭৮৯০(রসা,জী) ৭৮৯০১ ৮৯০১২ ১২৩৪৫ ২৩৪৫৬ *৩৪৫৬৭(রসা,প,গ) ৪৫৬৭৮ ৫৬৭৮৯ ৬৭৮৯০(রসা,জী) ৭৮৯০১ ৮৯০১২ ১২৩৪৫ ২৩৪৫৬ *৩৪৫৬৭(রসা,প,গ) ৪৫৬৭৮ ৫৬৭৮৯ ৬৭৮৯০(রসা,জী) ৭৮৯০১ ৮৯০১২: [838, 584, 1100, 733]
- roll-number-listing: ১২৩৪৫ ২৩৪৫৬ *৩৪৫৬৭(রসা,প,গ) ৪৫৬৭৮ ৫৬৭৮৯ ৬৭৮৯০(রসা,জী) ৭৮৯০১ ৮৯০১২ ১২৩৪৫ ২৩৪৫৬ *৩৪৫৬৭(রসা,প,গ) ৪৫৬৭৮ ৫৬৭৮৯ ৬৭৮৯০(রসা,জী) ৭৮৯০১ ৮৯০১২ ১২৩৪৫ ২৩৪৫৬ *৩৪৫৬৭(রসা,প,গ) ৪৫৬৭৮ ৫৬৭৮৯ ৬৭৮৯০(রসা,জী) ৭৮৯০১ ৮৯০১২ ১২৩৪৫ ২৩৪৫৬ *৩৪৫৬৭(রসা,প,গ) ৪৫৬৭৮ ৫৬৭৮৯ ৬৭৮৯০(রসা,জী) ৭৮৯০১ ৮৯০১২ ১২৩৪৫ ২৩৪৫৬ *৩৪৫৬৭(রসা,প,গ) ৪৫৬৭৮ ৫৬৭৮৯ ৬৭৮৯০(রসা,জী) ৭৮৯০১ ৮৯০১২ ১২৩৪৫ ২৩৪৫৬ *৩৪৫৬৭(রসা,প,গ) ৪৫৬৭৮ ৫৬৭৮৯ ৬৭৮৯০(রসা,জী) ৭৮৯০১ ৮৯০১২ ১২৩৪৫ ২৩৪৫৬ *৩৪৫৬৭(রসা,প,গ) ৪৫৬৭৮ ৫৬৭৮৯ ৬৭৮৯০(রসা,জী) ৭৮৯০১ ৮৯০১২ ১২৩৪৫ ২৩৪৫৬ *৩৪৫৬৭(রসা,প,গ) ৪৫৬৭৮ ৫৬৭৮৯ ৬৭৮৯০(রসা,জী) ৭৮৯০১ ৮৯০১২ ১২৩৪৫ ২৩৪৫৬ *৩৪৫৬৭(রসা,প,গ) ৪৫৬৭৮ ৫৬৭৮৯ ৬৭৮৯০(রসা,জী) ৭৮৯০১ ৮৯০১২ ১২৩৪৫ ২৩৪৫৬ *৩৪৫৬৭(রসা,প,গ) ৪৫৬৭৮ ৫৬৭৮৯ ৬৭৮৯০(রসা,জী) ৭৮৯০১ ৮৯০১২ ১২৩৪৫ ২৩৪৫৬ *৩৪৫৬৭(রসা,প,গ) ৪৫৬৭৮ ৫৬৭৮৯ ৬৭৮৯০(রসা,জী) ৭৮৯০১ ৮৯০১২ ১২৩৪৫ ২৩৪৫৬ *৩৪৫৬৭(রসা,প,গ) ৪৫৬৭৮ ৫৬৭৮৯ ৬৭: [838, 1347, 1100, 1402]
- roll-range: রোল নম্বর ..... মোট ... জন।: [14, 937, 78, 944]
- roll-range: রোল নম্বর ..... মোট ... জন।: [838, 1243, 902, 1250]
- roll-range: রোল নম্বর ..... মোট ... জন।: [566, 695, 630, 702]
- college-name: হলিক্রস কলেজ: [286, 793, 333, 803]
- roll-range: রোল নম্বর ..... মোট ... জন।: [838, 1338, 902, 1345]
- dateline: DHAKA WEDNESDAY, SEPTEMBER 29, 1993: [14, 20, 251, 32]
- roll-number-listing: ১২৩৪৫ ২৩৪৫৬ *৩৪৫৬৭(রসা,প,গ) ৪৫৬৭৮ ৫৬৭৮৯ ৬৭৮৯০(রসা,জী) ৭৮৯০১ ৮৯০১২ ১২৩৪৫ ২৩৪৫৬ *৩৪৫৬৭(রসা,প,গ) ৪৫৬৭৮ ৫৬৭৮৯ ৬৭৮৯০(রসা,জী) ৭৮৯০১ ৮৯০১২ ১২৩৪৫ ২৩৪৫৬ *৩৪৫৬৭(রসা,প,গ) ৪৫৬৭৮ ৫৬৭৮৯ ৬৭৮৯০(রসা,জী) ৭৮৯০১ ৮৯০১২ ১২৩৪৫ ২৩৪৫৬ *৩৪৫৬৭(রসা,প,গ) ৪৫৬৭৮ ৫৬৭৮৯ ৬৭৮৯০(রসা,জী) ৭৮৯০১ ৮৯০১২ ১২৩৪৫ ২৩৪৫৬ *৩৪৫৬৭(রসা,প,গ) ৪৫৬৭৮ ৫৬৭৮৯ ৬৭৮৯০(রসা,জী) ৭৮৯০১ ৮৯০১২ ১২৩৪৫ ২৩৪৫৬ *৩৪৫৬৭(রসা,প,গ) ৪৫৬৭৮ ৫৬৭৮৯ ৬৭৮৯০(রসা,জী) ৭৮৯০১ ৮৯০১২ ১২৩৪৫ ২৩৪৫৬ *৩৪৫৬৭(রসা,প,গ) ৪৫৬৭৮ ৫৬৭৮৯ ৬৭৮৯০(রসা,জী) ৭৮৯০১ ৮৯০১২ ১২৩৪৫ ২৩৪৫৬ *৩৪৫৬৭(রসা,প,গ) ৪৫৬৭৮ ৫৬৭৮৯ ৬৭৮৯০(রসা,জী) ৭৮৯০১ ৮৯০১২ ১২৩৪৫ ২৩৪৫৬ *৩৪৫৬৭(রসা,প,গ) ৪৫৬৭৮ ৫৬৭৮৯ ৬৭৮৯০(রসা,জী) ৭৮৯০১ ৮৯০১২ ১২৩৪৫ ২৩৪৫৬ *৩৪৫৬৭(রসা,প,গ) ৪৫৬৭৮ ৫৬৭৮৯ ৬৭৮৯০(রসা,জী) ৭৮৯০১ ৮৯০১২ ১২৩৪৫ ২৩৪৫৬ *৩৪৫৬৭(রসা,প,গ) ৪৫৬৭৮ ৫৬৭৮৯ ৬৭৮৯০(রসা,জী) ৭৮৯০১ ৮৯০১২ ১২৩৪৫ ২৩৪৫৬ *৩৪৫৬৭(রসা,প,গ) ৪৫৬৭৮ ৫৬৭৮৯ ৬৭৮৯০(রসা,জী) ৭৮৯০১ ৮৯০১২ ১২৩৪৫ ২৩৪৫৬ *৩৪৫৬৭(রসা,প,গ) ৪৫৬৭৮ ৫৬৭৮৯ ৬৭৮৯০(রসা,জী) ৭৮৯০১ ৮৯০১২ ১২৩৪৫ ২৩৪৫৬ *৩৪৫৬৭(রসা,প,গ) ৪৫৬৭৮ ৫৬৭৮৯ ৬৭৮৯০(রসা,জী) ৭৮৯০১ ৮৯০১২ ১২৩৪৫ ২৩৪৫৬ *৩৪৫৬৭(রসা,প,গ) ৪৫৬৭৮ ৫৬৭৮৯ ৬৭৮৯০(রসা,জী) ৭৮৯০১ ৮৯০১২ ১২৩৪৫ ২৩৪৫৬ *৩৪৫৬৭(রসা,প,গ) ৪৫৬৭৮ ৫৬৭৮৯ ৬৭৮৯০(রসা,জী) ৭৮৯০১ ৮৯০১২ ১২৩৪৫ ২৩৪৫৬ *৩৪৫৬৭(রসা,প,গ) ৪৫৬৭৮ ৫৬৭৮৯ ৬৭৮৯০(রসা,জী) ৭৮৯০১ ৮৯০১২ ১২৩৪৫ ২৩৪৫৬ *৩৪৫৬৭(রসা,প,গ) ৪৫৬৭৮ ৫৬৭৮৯ ৬৭৮৯০(রসা,জী) ৭৮৯০১ ৮৯০১২ ১২৩৪৫ ২৩৪৫৬ *৩৪৫৬৭(রসা,প,গ) ৪৫৬৭৮ ৫৬৭৮৯ ৬৭৮৯০(রসা,জী) ৭৮৯০১ ৮৯০১২ ১২৩৪৫ ২৩৪৫৬ *৩৪৫৬৭(রসা,প,গ) ৪৫৬৭৮ ৫৬৭৮৯ ৬৭৮৯০(রসা,জী) ৭৮৯০১ ৮৯০১২ ১২৩৪৫ ২৩৪৫৬ *৩৪৫৬৭(রসা,প: [566, 704, 828, 797]
- roll-range: রোল নম্বর ..... মোট ... জন।: [838, 152, 902, 159]
- roll-number-listing: ১২৩৪৫ ২৩৪৫৬ *৩৪৫৬৭(রসা,প,গ) ৪৫৬৭৮ ৫৬৭৮৯ ৬৭৮৯০(রসা,জী) ৭৮৯০১ ৮৯০১২ ১২৩৪৫ ২৩৪৫৬ *৩৪৫৬৭(রসা,প,গ) ৪৫৬৭৮ ৫৬৭৮৯ ৬৭৮৯০(রসা,জী) ৭৮৯০১ ৮৯০১২ ১২৩৪৫ ২৩৪৫৬ *৩৪৫৬৭(রসা,প,গ) ৪৫৬৭৮ ৫৬৭৮৯ ৬৭৮৯০(রসা,জী) ৭৮৯০১ ৮৯০১২ ১২৩৪৫ ২৩৪৫৬ *৩৪৫৬৭(রসা,প,গ) ৪৫৬৭৮ ৫৬৭৮৯ ৬৭৮৯০(রসা,জী) ৭৮৯০১ ৮৯০১২ ১২৩৪৫ ২৩৪৫৬ *৩৪৫৬৭(রসা,প,গ) ৪৫৬৭৮ ৫৬৭৮৯ ৬৭৮৯০(রসা,জী) ৭৮৯০১ ৮৯০১২ ১২৩৪৫ ২৩৪৫৬ *৩৪৫৬৭(রসা,প,গ) ৪৫৬৭৮ ৫৬৭৮৯ ৬৭৮৯০(রসা,জী) ৭৮৯০১ ৮৯০১২ ১২৩৪৫ ২৩৪৫৬ *৩৪৫৬৭(রসা,প,গ) ৪৫৬৭৮ ৫৬৭৮৯ ৬৭৮৯০(রসা,জী) ৭৮৯০১ ৮৯০১২ ১২৩৪৫ ২৩৪৫৬ *৩৪৫৬৭(রসা,প,গ) ৪৫৬৭৮ ৫৬৭৮৯ ৬৭৮৯০(রসা,জী) ৭৮৯০১ ৮৯০১২ ১২৩৪৫ ২৩৪৫৬ *৩৪৫৬৭(রসা,প,গ) ৪৫৬৭৮ ৫৬৭৮৯ ৬৭৮৯০(রসা,জী) ৭৮৯০১ ৮৯০১২ ১২৩৪৫ ২৩৪৫৬ *৩৪৫৬৭(রসা,প,গ) ৪৫৬৭৮ ৫৬৭৮৯ ৬৭৮৯০(রসা,জী) ৭৮৯০১ ৮৯০১২ ১২৩৪৫ ২৩৪৫৬ *৩৪৫৬৭(রসা,প,গ) ৪৫৬৭৮ ৫৬৭৮৯ ৬৭৮৯০(রসা,জী) ৭৮৯০১ ৮৯০১২ ১২৩৪৫ ২৩৪৫৬ *৩৪৫৬৭(রসা,প,গ) ৪৫৬৭৮ ৫৬৭৮৯ ৬৭৮৯০(রসা,জী) ৭৮৯০১ ৮৯০১২ ১২৩৪৫ ২৩৪৫৬ *৩৪৫৬৭(রসা,প,গ) ৪৫৬৭৮ ৫৬৭৮৯ ৬৭৮৯০(রসা,জী) ৭৮৯০১ ৮৯০১২ ১২৩৪৫ ২৩৪৫৬ *৩৪৫৬৭(রসা,প,গ) ৪৫৬৭৮ ৫৬৭৮৯ ৬৭৮৯০(রসা,জী) ৭৮৯০১ ৮৯০১২ ১২৩৪৫ ২৩৪৫৬ *৩৪৫৬৭(রসা,প,গ) ৪৫৬৭৮ ৫৬: [838, 1158, 1100, 1226]
- roll-range: রোল নম্বর ..... মোট ... জন।: [838, 750, 902, 757]
- roll-range: রোল নম্বর ..... মোট ... জন।: [286, 109, 350, 115]
- humanities-heading-box: [566, 922, 830, 953]
- college-name: ঢাকা কলেজ, ঢাকা: [14, 123, 71, 132]
- college-name: বি.এ.এফ. শাহীন কলেজ, ঢাকা: [838, 1136, 933, 1146]
- roll-range: রোল নম্বর ..... মোট ... জন।: [286, 1092, 350, 1099]
- results-column-2: [286, 92, 554, 1544]
- humanities-group-heading: Humanities Group :: [624, 929, 772, 948]
- roll-number-listing: ১২৩৪৫ ২৩৪৫৬ *৩৪৫৬৭(রসা,প,গ) ৪৫৬৭৮ ৫৬৭৮৯ ৬৭৮৯০(রসা,জী) ৭৮৯০১ ৮৯০১২ ১২৩৪৫ ২৩৪৫৬ *৩৪৫৬৭(রসা,প,গ) ৪৫৬৭৮ ৫৬৭৮৯ ৬৭৮৯০(রসা,জী) ৭৮৯০১ ৮৯০১২ ১২৩৪৫ ২৩৪৫৬ *৩৪৫৬৭(রসা,প,গ) ৪৫৬৭৮ ৫৬৭৮৯ ৬৭৮৯০(রসা,জী) ৭৮৯০১ ৮৯০১২ ১২৩৪৫ ২৩৪৫৬ *৩৪৫৬৭(রসা,প,গ) ৪৫৬৭৮ ৫৬৭৮৯ ৬৭৮৯০(রসা,জী) ৭৮৯০১ ৮৯০১২ ১২৩৪৫ ২৩৪৫৬ *৩৪৫৬৭(রসা,প,গ) ৪৫৬৭৮ ৫৬৭৮৯ ৬৭৮৯০(রসা,জী) ৭৮৯০১ ৮৯০১২ ১২৩৪৫ ২৩৪৫৬ *৩৪৫৬৭(রসা,প,গ) ৪৫৬৭৮ ৫৬৭৮৯ ৬৭৮৯০(রসা,জী) ৭৮৯০১ ৮৯০১২ ১২৩৪৫ ২৩৪৫৬ *৩৪৫৬৭(রসা,প,গ) ৪৫৬৭৮ ৫৬৭৮৯ ৬৭৮৯০(রসা,জী) ৭৮৯০১ ৮৯০১২ ১২৩৪৫ ২৩৪৫৬ *৩৪৫৬৭(রসা,প,গ) ৪৫৬৭৮ ৫৬৭৮৯ ৬৭৮৯০(রসা,জী) ৭৮৯০১ ৮৯০১২ ১২৩৪৫ ২৩৪৫৬ *৩৪৫৬৭(রসা,প,গ) ৪৫৬৭৮ ৫৬৭৮৯ ৬৭৮৯০(রসা,জী) ৭৮৯০১ ৮৯০১২ ১২৩৪৫ ২৩৪৫৬ *৩৪৫৬৭(রসা,প,গ) ৪৫৬৭৮ ৫৬৭৮৯ ৬৭৮৯০(রসা,জী) ৭৮৯০১ ৮৯০১২ ১২৩৪৫ ২৩৪৫৬ *৩৪৫৬৭(রসা,প,গ) ৪৫৬৭৮ ৫৬৭৮৯ ৬৭৮৯০(রসা,জী) ৭৮৯০১ ৮৯০১২ ১২৩৪৫ ২৩৪৫৬ *৩৪৫৬৭(রসা,প,গ) ৪৫৬৭৮ ৫৬৭৮৯ ৬৭৮৯০(রসা,জী) ৭৮৯০১ ৮৯০১২ ১২৩৪৫ ২৩৪৫৬ *৩৪৫৬৭(রসা,প,গ) ৪৫৬৭৮ ৫৬৭৮৯ ৬৭৮৯০(রসা,জী) ৭৮৯০১ ৮৯০১২ ১২৩৪৫ ২৩৪৫৬ *৩৪৫৬৭(রসা,প,গ) ৪৫৬৭৮ ৫৬৭৮৯ ৬৭৮৯০(রসা,জী) ৭৮৯০১ ৮৯০১২ ১২৩৪৫ ২৩৪৫৬ *৩৪৫৬৭(রসা,প,গ) ৪৫৬৭৮ ৫৬৭৮৯ ৬৭৮৯০(রসা,জী) ৭৮৯০১ ৮৯০১২ ১২৩৪৫ ২৩৪৫৬ *৩৪৫৬৭(রসা,প,গ) ৪৫৬৭৮ ৫৬৭৮৯ ৬৭৮৯০(রসা,জী) ৭৮৯০১ ৮৯০১২ ১২৩৪৫ ২৩৪৫৬ *৩৪৫৬৭(রসা,প,গ) ৪৫৬৭৮ ৫৬৭৮৯ ৬৭৮৯০(রসা,জী) ৭৮৯০১ ৮৯০১২ ১২৩৪৫ ২৩৪৫৬ *৩৪৫৬৭(রসা,প,গ) ৪৫৬৭৮ ৫৬৭৮৯ ৬৭৮৯০(রসা,জী) ৭৮৯০১ ৮৯০১২ ১২৩৪৫ ২৩৪৫৬ *৩৪৫৬৭(রসা,প,গ) ৪৫৬৭৮ ৫৬৭৮৯ ৬৭৮৯০(রসা,জী) ৭৮৯০১ ৮৯০১২ ১২৩৪৫ ২৩৪৫৬ *৩৪৫৬৭(রসা,প,গ) ৪৫৬৭৮ ৫৬৭৮৯ ৬৭৮৯০(রসা,জী) ৭৮৯০১ ৮৯০১২ ১২৩৪৫ ২৩৪৫৬ *৩৪৫৬৭(রসা,প: [566, 279, 828, 372]
- college-name: ভিকারুননেসা নুন কলেজ, ঢাকা: [838, 737, 933, 747]
- roll-range: রোল নম্বর ..... মোট ... জন।: [566, 270, 630, 277]
- roll-number-listing: ১২৩৪৫ ২৩৪৫৬ *৩৪৫৬৭(রসা,প,গ) ৪৫৬৭৮ ৫৬৭৮৯ ৬৭৮৯০(রসা,জী) ৭৮৯০১ ৮৯০১২ ১২৩৪৫ ২৩৪৫৬ *৩৪৫৬৭(রসা,প,গ) ৪৫৬৭৮ ৫৬৭৮৯ ৬৭৮৯০(রসা,জী) ৭৮৯০১ ৮৯০১২ ১২৩৪৫ ২৩৪৫৬ *৩৪৫৬৭(রসা,প,গ) ৪৫৬৭৮ ৫৬৭৮৯ ৬৭৮৯০(রসা,জী) ৭৮৯০১ ৮৯০১২ ১২৩৪৫ ২৩৪৫৬ *৩৪৫৬৭(রসা,প,গ) ৪৫৬৭৮ ৫৬৭৮৯ ৬৭৮৯০(রসা,জী) ৭৮৯০১ ৮৯০১২ ১২৩৪৫ ২৩৪৫৬ *৩৪৫৬৭(রসা,প,গ) ৪৫৬৭৮ ৫৬৭৮৯ ৬৭৮৯০(রসা,জী) ৭৮৯০১ ৮৯০১২ ১২৩৪৫ ২৩৪৫৬ *৩৪৫৬৭(রসা,প,গ) ৪৫৬৭৮ ৫৬৭৮৯ ৬৭৮৯০(রসা,জী) ৭৮৯০১ ৮৯০১২ ১২৩৪৫ ২৩৪৫৬ *৩৪৫৬৭(রসা,প,গ) ৪৫৬৭৮ ৫৬৭৮৯ ৬৭৮৯০(রসা,জী) ৭৮৯০১ ৮৯০১২ ১২৩৪৫ ২৩৪৫৬ *৩৪৫৬৭(রসা,প,গ) ৪৫৬৭৮ ৫৬৭৮৯ ৬৭৮৯০(রসা,জী) ৭৮৯০১ ৮৯০১২ ১২৩৪৫ ২৩৪৫৬ *৩৪৫৬৭(রসা,প,গ) ৪৫৬৭৮ ৫৬৭৮৯ ৬৭৮৯০(রসা,জী) ৭৮৯০১ ৮৯০১২ ১২৩৪৫ ২৩৪৫৬ *৩৪৫৬৭(রসা,প,গ) ৪৫৬৭৮ ৫৬৭৮৯ ৬৭৮৯০(রসা,জী) ৭৮৯০১ ৮৯০১২ ১২৩৪৫ ২৩৪৫৬ *৩৪৫৬৭(রসা,প,গ) ৪৫৬৭৮ ৫৬৭৮৯ ৬৭৮৯০(রসা,জী) ৭৮৯০১ ৮৯০১২ ১২৩৪৫ ২৩৪৫৬ *৩৪৫৬৭(রসা,প,গ) ৪৫৬৭৮ ৫৬৭৮৯ ৬৭৮৯০(রসা,জী) ৭৮৯০১ ৮৯০১২ ১২৩৪৫ ২৩৪৫৬ *৩৪৫৬৭(রসা,প,গ) ৪৫৬৭৮ ৫৬৭৮৯ ৬৭৮৯০(রসা,জী) ৭৮৯০১ ৮৯০১২ ১২৩৪৫ ২৩৪৫৬ *৩৪৫৬৭(রসা,প,গ) ৪৫৬৭৮ ৫৬৭৮৯ ৬৭৮৯০(রসা,জী) ৭৮৯০১ ৮৯০১২ ১২৩৪৫ ২৩৪৫৬ *৩৪৫৬৭(রসা,প,গ) ৪৫৬৭৮ ৫৬৭৮৯ ৬৭৮৯০(রসা,জী) ৭৮৯০১ ৮৯০১২ ১২৩৪৫ ২৩৪৫৬ *৩৪৫৬৭(রসা,প,গ) ৪৫৬৭৮ ৫৬৭৮৯ ৬৭৮৯০(রসা,জী) ৭৮৯০১ ৮৯০১২ ১২৩৪৫ ২৩৪৫৬ *৩৪৫৬৭(রসা,প,গ) ৪৫৬৭৮ ৫৬৭৮৯ ৬৭৮৯০(রসা,জী) ৭৮৯০১ ৮৯০১২ ১২৩৪৫ ২৩৪৫৬ *৩৪৫৬৭(রসা,প,গ) ৪৫৬৭৮ ৫৬৭৮৯ ৬৭৮৯০(রসা,জী) ৭৮৯০১ ৮৯০১২ ১২৩৪৫ ২৩৪৫৬ *৩৪৫৬৭(রসা,প,গ) ৪৫৬৭৮ ৫৬৭৮৯ ৬৭৮৯০(রসা,জী) ৭৮৯০১ ৮৯০১২ ১২৩৪৫ ২৩৪৫৬ *৩৪৫৬৭(রসা,প,গ) ৪৫৬৭৮ ৫৬৭৮৯ ৬৭৮৯০(রসা,জী) ৭৮৯০১ ৮৯০১২ ১২৩৪৫ ২৩৪৫৬ *৩৪৫৬৭(রসা,প,গ) ৪৫৬৭৮ ৫৬৭৮৯ ৬৭৮৯০(রসা,জী) ৭৮৯০১ ৮৯০১২ ১২৩৪৫ ২৩৪৫৬ *৩৪৫৬৭(রসা,প,গ) ৪৫৬৭৮ ৫৬৭৮৯ ৬৭৮৯০(রসা,জী) ৭৮৯০১ ৮৯০১২ ১২৩৪৫ ২৩৪৫৬ *৩৪৫৬৭(রসা,প,গ) ৪৫৬৭৮ ৫৬৭৮৯ ৬৭৮৯০(রসা,জী) ৭৮৯০১ ৮৯০১২ ১২৩৪৫ ২৩৪৫৬ *৩৪৫৬৭(রসা,প,গ) ৪৫৬৭৮ ৫৬৭৮৯ ৬৭৮৯০(রসা,জী) ৭৮৯০১ ৮৯০১২ ১২৩৪৫ ২৩৪৫৬ *৩৪৫৬৭(রসা,প,গ) ৪৫৬৭৮ ৫৬৭৮৯ ৬৭৮৯০(রসা,জী) ৭৮৯০১ ৮৯০১২ ১২৩৪৫ ২৩৪৫৬ *৩৪৫৬৭(রসা,প,গ) ৪৫৬৭৮ ৫৬৭৮৯ ৬৭৮৯০(রসা,জী) ৭৮৯০১ ৮৯০১২ ১২৩৪৫ ২৩৪৫৬ *৩৪৫৬৭(রসা,প,গ) ৪৫৬৭৮ ৫৬৭৮৯ ৬৭৮৯০(রসা,জী) ৭৮৯০১ ৮৯০১২ ১২৩৪৫ ২৩৪৫৬ *৩৪৫৬৭(রসা,প,গ) ৪৫৬৭৮ ৫৬৭৮৯ ৬৭৮৯০(রসা,জী) ৭৮৯০১ ৮৯০১২ ১২৩৪৫ ২৩৪৫৬ *৩৪৫৬৭(রসা,প,গ) ৪৫৬৭৮ ৫৬৭৮৯ ৬৭৮৯০(রসা,জী) ৭৮৯০১ ৮৯০১২ ১২৩৪৫ ২৩৪৫৬ *৩৪৫৬৭(রসা,প,গ) ৪৫৬৭৮ ৫৬৭৮৯ ৬৭৮৯০(রসা,জী) ৭৮৯০১ ৮৯০১২ ১২৩৪৫ ২৩৪৫৬ *৩৪৫৬৭(রসা,প,গ) ৪৫৬৭৮ ৫৬৭৮৯ ৬৭৮৯০(রসা,জী) ৭৮৯০১ ৮৯০১২ ১২৩৪৫ ২৩৪৫৬ *৩৪৫৬৭(রসা,প,গ) ৪৫৬৭৮ ৫৬৭৮৯ ৬৭৮৯০(রসা,জী) ৭৮৯০১ ৮৯০১২ ১২৩৪৫ ২৩৪৫৬ *৩৪৫৬৭(রসা,প,গ) ৪৫৬৭৮ ৫৬৭৮৯ ৬৭৮৯০(রসা,জী) ৭৮৯০১ ৮৯০১২ ১২৩৪৫ ২৩৪৫৬ *৩৪৫৬৭(রসা,প,গ) ৪৫৬৭৮ ৫৬৭৮৯ ৬৭৮৯০(রসা,জী) ৭৮৯০১ ৮৯০১২ ১২৩৪৫ ২৩৪৫৬ *৩৪৫৬৭(রসা,প,গ) ৪৫৬৭৮ ৫৬৭৮৯ ৬৭৮৯০(রসা,জী) ৭৮৯০১ ৮৯০১২ ১২৩৪৫ ২৩৪৫৬ *৩৪৫৬৭(রসা,প,গ) ৪৫৬৭৮ ৫৬৭৮৯ ৬৭৮৯০(রসা,জী) ৭৮৯০১ ৮৯০১২ ১২৩৪৫ ২৩৪৫৬ *৩৪৫৬৭(রসা,প,গ) ৪৫৬৭৮ ৫৬৭৮৯ ৬৭৮৯০(রসা,জী) ৭৮৯০১ ৮৯০১২ ১২৩৪৫ ২৩৪৫৬ *৩৪৫৬৭(রসা,প,গ) ৪৫৬৭৮ ৫৬৭৮৯ ৬৭৮৯০(রসা,জী) ৭৮৯০১ ৮৯০১২ ১২৩৪৫ ২৩৪৫৬ *৩৪৫৬৭(রসা,প,গ) ৪৫৬৭৮ ৫৬৭৮৯ ৬৭৮৯০(রসা,জী) ৭৮৯০১ ৮৯০১২ ১২৩৪৫ ২৩৪৫৬ *৩৪৫৬৭(রসা,প,গ) ৪৫৬৭৮ ৫৬৭৮৯ ৬৭৮৯০(রসা,জী) ৭৮৯০১ ৮৯০১২ ১২৩৪৫ ২৩৪৫৬ *৩৪৫৬৭(রসা,প,গ) ৪৫৬৭৮ ৫৬৭৮৯ ৬৭৮৯০(রসা,জী) ৭৮৯০১ ৮৯০১২ ১২৩৪৫ ২৩৪৫৬ *৩৪৫৬৭(রসা,প,গ) ৪৫৬৭৮ ৫৬৭৮৯ ৬৭৮৯০(রসা,জী) ৭৮৯০১ ৮৯০১২ ১২৩৪৫ ২৩৪৫৬ *৩৪৫৬৭(রসা,প,গ) ৪৫৬৭৮ ৫৬৭৮৯ ৬৭৮৯০(রসা,জী) ৭৮৯০১ ৮৯০১২ ১২৩৪৫ ২৩৪৫৬ *৩৪৫৬৭(রসা,প,গ) ৪৫৬৭৮ ৫৬৭৮৯ ৬৭৮৯০(রসা,জী) ৭৮৯০১ ৮৯০১২ ১২৩৪৫ ২৩৪৫৬ *৩৪৫৬৭(রসা,প,গ) ৪৫৬৭৮ ৫৬৭৮৯ ৬৭৮৯০(রসা,জী) ৭৮৯০১ ৮৯০১২ ১২৩৪৫ ২৩৪৫৬ *৩৪৫৬৭(রসা,প,গ) ৪৫৬৭৮ ৫৬৭৮৯ ৬৭৮৯০(রসা,জী) ৭৮৯০১ ৮৯০১২ ১২৩৪৫ ২৩৪৫৬ *৩৪৫৬৭(রসা,প,গ) ৪৫৬৭৮ ৫৬৭৮৯ ৬৭৮৯০(রসা,জী) ৭৮৯০১ ৮৯০১২ ১২৩৪৫ ২৩৪৫৬ *৩৪৫৬৭(রসা,প,গ) ৪৫৬৭৮ ৫৬৭৮৯ ৬৭৮৯০(রসা,জী) ৭৮৯০১ ৮৯০১২ ১২৩৪৫ ২৩৪৫৬ *৩৪৫৬৭(রসা,প,গ) ৪৫৬৭৮ ৫৬৭৮৯ ৬৭৮৯০(রসা,জী) ৭৮৯০১ ৮৯০১২ ১২৩৪৫ ২৩৪৫৬ *৩৪৫৬৭(রসা,প,গ) ৪৫৬৭৮ ৫৬৭৮৯ ৬৭৮৯০(রসা,জী) ৭৮৯০১ ৮৯০১২ ১২৩৪৫ ২৩৪৫৬ *৩৪৫৬৭(রসা,প,গ) ৪৫৬৭৮ ৫৬৭৮৯ ৬৭৮৯০(রসা,জী) ৭৮৯০১ ৮৯০১২ ১২৩৪৫ ২৩৪৫৬ *৩৪৫৬৭(রসা,প,গ) ৪৫৬৭৮ ৫৬৭৮৯ ৬৭৮৯০(রসা,জী) ৭৮৯০১ ৮৯০১২ ১২৩৪৫ ২৩৪৫৬ *৩৪৫৬৭(রসা,প: [566, 982, 828, 1223]
- roll-range: রোল নম্বর ..... মোট ... জন।: [566, 1490, 630, 1497]
- roll-number-listing: ১২৩৪৫ ২৩৪৫৬ *৩৪৫৬৭(রসা,প,গ) ৪৫৬৭৮ ৫৬৭৮৯ ৬৭৮৯০(রসা,জী) ৭৮৯০১ ৮৯০১২ ১২৩৪৫ ২৩৪৫৬ *৩৪৫৬৭(রসা,প,গ) ৪৫৬৭৮ ৫৬৭৮৯ ৬৭৮৯০(রসা,জী) ৭৮৯০১ ৮৯০১২ ১২৩৪৫ ২৩৪৫৬ *৩৪৫৬৭(রসা,প,গ) ৪৫৬৭৮ ৫৬৭৮৯ ৬৭৮৯০(রসা,জী) ৭৮৯০১ ৮৯০১২ ১২৩৪৫ ২৩৪৫৬ *৩৪৫৬৭(রসা,প,গ) ৪৫৬৭৮ ৫৬৭৮৯ ৬৭৮৯০(রসা,জী) ৭৮৯০১ ৮৯০১২ ১২৩৪৫ ২৩৪৫৬ *৩৪৫৬৭(রসা,প,গ) ৪৫৬৭৮ ৫৬৭৮৯ ৬৭৮৯০(রসা,জী) ৭৮৯০১ ৮৯০১২ ১২৩৪৫ ২৩৪৫৬ *৩৪৫৬৭(রসা,প,গ) ৪৫৬৭৮ ৫৬৭৮৯ ৬৭৮৯০(রসা,জী) ৭৮৯০১ ৮৯০১২ ১২৩৪৫ ২৩৪৫৬ *৩৪৫৬৭(রসা,প,গ) ৪৫৬৭৮ ৫৬৭৮৯ ৬৭৮৯০(রসা,জী) ৭৮৯০১ ৮৯০১২ ১২৩৪৫ ২৩৪৫৬ *৩৪৫৬৭(রসা,প,গ) ৪৫৬৭৮ ৫৬৭৮৯ ৬৭৮৯০(রসা,জী) ৭৮৯০১ ৮৯০১২ ১২৩৪৫ ২৩৪৫৬ *৩৪৫৬৭(রসা,প,গ) ৪৫৬৭৮ ৫৬৭৮৯ ৬৭৮৯০(রস: [838, 92, 1100, 135]
- roll-range: রোল নম্বর ..... মোট ... জন।: [286, 1367, 350, 1374]
- roll-range: রোল নম্বর ..... মোট ... জন।: [286, 1261, 350, 1268]
- roll-number-listing: ১২৩৪৫ ২৩৪৫৬ *৩৪৫৬৭(রসা,প,গ) ৪৫৬৭৮ ৫৬৭৮৯ ৬৭৮৯০(রসা,জী) ৭৮৯০১ ৮৯০১২ ১২৩৪৫ ২৩৪৫৬ *৩৪৫৬৭(রসা,প,গ) ৪৫৬৭৮ ৫৬৭৮৯ ৬৭৮৯০(রসা,জী) ৭৮৯০১ ৮৯০১২ ১২৩৪৫ ২৩৪৫৬ *৩৪৫৬৭(রসা,প,গ) ৪৫৬৭৮ ৫৬৭৮৯ ৬৭৮৯০(রসা,জী) ৭৮৯০১ ৮৯০১২ ১২৩৪৫ ২৩৪৫৬ *৩৪৫৬৭(রসা,প,গ) ৪৫৬৭৮ ৫৬৭৮৯ ৬৭৮৯০(রসা,জী) ৭৮৯০১ ৮৯০১২ ১২৩৪৫ ২৩৪৫৬ *৩৪৫৬৭(রসা,প,গ) ৪৫৬৭৮ ৫৬৭৮৯ ৬৭৮৯০(রসা,জী) ৭৮৯০১ ৮৯০১২ ১২৩৪৫ ২৩৪৫৬ *৩৪৫৬৭(রসা,প,গ) ৪৫৬৭৮ ৫৬৭৮৯ ৬৭৮৯০(রসা,জী) ৭৮৯০১ ৮৯০১২ ১২৩৪৫ ২৩৪৫৬ *৩৪৫৬৭(রসা,প,গ) ৪৫৬৭৮ ৫৬৭৮৯ ৬৭৮৯০(রসা,জী) ৭৮৯০১ ৮৯০১২ ১২৩৪৫ ২৩৪৫৬ *৩৪৫৬৭(রসা,প,গ) ৪৫৬৭৮ ৫৬৭৮৯ ৬৭৮৯০(রসা,জী) ৭৮৯০১ ৮৯০১২ ১২৩৪৫ ২৩৪৫৬ *৩৪৫৬৭(রসা,প,গ) ৪৫৬৭৮ ৫৬৭৮৯ ৬৭৮৯০(রসা,জী) ৭৮৯০১ ৮৯০১২ ১২৩৪৫ ২৩৪৫৬ *৩৪৫৬৭(রসা,প,গ) ৪৫৬৭৮ ৫৬৭৮৯ ৬৭৮৯০(রসা,জী) ৭৮৯০১ ৮৯০১২ ১২৩৪৫ ২৩৪৫৬ *৩৪৫৬৭(রসা,প,গ) ৪৫৬৭৮ ৫৬৭৮৯ ৬৭৮৯০(রসা,জী) ৭৮৯০১ ৮৯০১২ ১২৩৪৫ ২৩৪৫৬ *৩৪৫৬৭(রসা,প,গ) ৪৫৬৭৮ ৫৬৭৮৯ ৬৭৮৯০(রসা,জী) ৭৮৯০১ ৮৯০১২ ১২৩৪৫ ২৩৪৫৬ *৩৪৫৬৭(রসা,প,গ) ৪৫৬৭৮ ৫৬৭৮৯ ৬৭৮৯০(রসা,জী) ৭৮৯০১ ৮৯০১২ ১২৩৪৫ ২৩৪৫৬ *৩৪৫৬৭(রসা,প,গ) ৪৫৬৭৮ ৫৬৭৮৯ ৬৭৮৯০(রসা,জী) ৭৮৯০১ ৮৯০১২ ১২৩৪৫ ২৩৪৫৬ *৩৪৫৬৭(রসা,প,গ) ৪৫৬৭৮ ৫৬৭৮৯ ৬৭৮৯০(রসা,জী) ৭৮৯০১ ৮৯০১২ ১২৩৪৫ ২৩৪৫৬ *৩৪৫৬৭(রসা,প,গ) ৪৫৬৭৮ ৫৬৭৮৯ ৬৭৮৯০(রসা,জী) ৭৮৯০১ ৮৯০১২ ১২৩৪৫ ২৩৪৫৬ *৩৪৫৬৭(রসা,প,গ) ৪৫৬৭৮ ৫৬৭৮৯ ৬৭৮৯০(রসা,জী) ৭৮৯০১ ৮৯০১২ ১২৩৪৫ ২৩৪৫৬ *৩৪৫৬৭(রসা,প,গ) ৪৫৬৭৮ ৫৬৭৮৯ ৬৭৮৯০(রসা,জী) ৭৮৯০১ ৮৯০১২ ১২৩৪৫ ২৩৪৫৬ *৩৪৫৬৭(রসা,প,গ) ৪৫৬৭৮ ৫৬৭৮৯ ৬৭৮৯০(রসা,জী) ৭৮৯০১ ৮৯০১২ ১২৩৪৫ ২৩৪৫৬ *৩৪৫৬৭(রসা,প,গ) ৪৫৬৭৮ ৫৬৭৮৯ ৬৭৮৯০(রসা,জী) ৭৮৯০১ ৮৯০১২ ১২৩৪৫ ২৩৪৫৬ *৩৪৫৬৭(রসা,প,গ) ৪৫৬৭৮ ৫৬৭৮৯ ৬৭৮৯০(রসা,জী) ৭৮৯০১ ৮৯০১২ ১২৩৪৫ ২৩৪৫৬ *৩৪৫৬৭(রসা,প,গ) ৪৫৬৭৮ ৫৬৭৮৯ ৬৭৮৯০(রসা,জী) ৭৮৯০১ ৮৯০১২ ১২৩৪৫ ২৩৪৫৬ *৩৪৫৬৭(রসা,প,গ) ৪৫৬৭৮ ৫৬৭৮৯ ৬৭৮৯০(রসা,জী) ৭৮৯০১ ৮৯০১২ ১২৩৪৫ ২৩৪৫৬ *৩৪৫৬৭: [838, 1027, 1100, 1132]
- roll-range: রোল নম্বর ..... মোট ... জন।: [566, 576, 630, 583]
- college-name: ঢাকা রেসিডেনসিয়াল মডেল কলেজ।: [838, 1325, 948, 1335]
- college-name: বি, এ, এফ, শাহীন কলেজ: [566, 376, 646, 386]
- roll-number-listing: ১২৩৪৫ ২৩৪৫৬ *৩৪৫৬৭(রসা,প,গ) ৪৫৬৭৮ ৫৬৭৮৯ ৬৭৮৯০(রসা,জী) ৭৮৯০১ ৮৯০১২ ১২৩৪৫ ২৩৪৫৬ *৩৪৫৬৭(রসা,প,গ) ৪৫৬৭৮ ৫৬৭৮৯ ৬৭৮৯০(রসা,জী) ৭৮৯০১ ৮৯০১২ ১২৩৪৫ ২৩৪৫৬ *৩৪৫৬৭(রসা,প,গ) ৪৫৬৭৮ ৫৬৭৮৯ ৬৭৮৯০(রসা,জী) ৭৮৯০১ ৮৯০১২ ১২৩৪৫ ২৩৪৫৬ *৩৪৫৬৭(রসা,প,গ) ৪৫৬৭৮ ৫৬৭৮৯ ৬৭৮৯০(রসা,জী) ৭৮৯০১ ৮৯০১২ ১২৩৪৫ ২৩৪৫৬ *৩৪৫৬৭(রসা,প,গ) ৪৫৬৭৮ ৫৬৭৮৯ ৬৭৮৯০(রসা,জী) ৭৮৯০১ ৮৯০১২ ১২৩৪৫ ২৩৪৫৬ *৩৪৫৬৭(রসা,প,গ) ৪৫৬৭৮ ৫৬৭৮৯ ৬৭৮৯০(রসা,জী) ৭৮৯০১ ৮৯০১২ ১২৩৪৫ ২৩৪৫৬ *৩৪৫৬৭(রসা,প,গ) ৪৫৬৭৮ ৫৬৭৮৯ ৬৭৮৯০(রসা,জী) ৭৮৯০১ ৮৯০১২ ১২৩৪৫ ২৩৪৫৬ *৩৪৫৬৭(রসা,প,গ) ৪৫৬৭৮ ৫৬৭৮৯ ৬৭৮৯০(রসা,জী) ৭৮৯০১ ৮৯০১২ ১২৩৪৫ ২৩৪৫৬ *৩৪৫৬৭(রসা,প,গ) ৪৫৬৭৮ ৫৬৭৮৯ ৬৭৮৯০(রসা,জী) ৭৮৯০১ ৮৯০১২ ১২৩৪৫ ২৩৪৫৬ *৩৪৫৬৭(রসা,প,গ) ৪৫৬৭৮ ৫৬৭৮৯ ৬৭৮৯০(রসা,জী) ৭৮৯০১ ৮৯০১২ ১২৩৪৫ ২৩৪৫৬ *৩৪৫৬৭(রসা,প,গ) ৪৫৬৭৮ ৫৬৭৮৯ ৬৭৮৯০(রসা,জী) ৭৮৯০১ ৮৯০১২ ১২৩৪৫ ২৩৪৫৬ *৩৪৫৬৭(রসা,প,গ) ৪৫৬৭৮ ৫৬৭৮৯ ৬৭৮৯০(রসা,জী) ৭৮৯০১ ৮৯০১২ ১২৩৪৫ ২৩৪৫৬ *৩৪৫৬৭(রসা,প,গ) ৪৫৬৭৮ ৫৬৭৮৯ ৬৭৮৯০(রসা,জী) ৭৮৯০১ ৮৯০১২ ১২৩৪৫ ২৩৪৫৬ *৩৪৫৬৭(রসা,প,গ) ৪৫৬৭৮ ৫৬৭৮৯ ৬৭৮৯০(রসা,জী) ৭৮৯০১ ৮৯০১২ ১২৩৪৫ ২৩৪৫৬ *৩৪৫৬৭(রসা,প,গ) ৪৫৬৭৮ ৫৬৭৮৯ ৬৭৮৯০(রসা,জী) ৭৮৯০১ ৮৯০১২ ১২৩৪৫ ২৩৪৫৬ *৩৪৫৬৭(রসা,প,গ) ৪৫৬৭৮ ৫৬৭৮৯ ৬৭৮৯০(রসা,জী) ৭৮৯০১ ৮৯০১২ ১২৩৪৫ ২৩৪৫৬ *৩৪৫৬৭(রসা,প,গ) ৪৫৬৭৮ ৫৬৭৮৯ ৬৭৮৯০(রসা,জী) ৭৮৯০১ ৮৯০১২ ১২৩৪৫ ২৩৪৫৬ *৩৪৫৬৭(রসা,প,গ) ৪৫৬৭৮ ৫৬৭৮৯ ৬৭৮৯০(রসা,জী) ৭৮৯০১ ৮৯০১২ ১২৩৪৫ ২৩৪৫৬ *৩৪৫৬৭(রসা,প,গ) ৪৫৬৭৮ ৫৬৭৮৯ ৬৭৮৯০(রসা,জী) ৭৮৯০১ ৮৯০১২ ১২৩৪৫ ২৩৪৫৬ *৩৪৫৬৭(রসা,প,গ) ৪৫৬৭৮ ৫৬৭৮৯ ৬৭৮৯০(রসা,জী) ৭৮৯০১ ৮৯০১২ ১২৩৪৫ ২৩৪৫৬ *৩৪৫৬৭(রসা,প,গ) ৪৫৬৭৮ ৫৬৭৮৯ ৬৭৮৯০(রসা,জী) ৭৮৯০১ ৮৯০১২ ১২৩৪৫ ২৩৪৫৬ *৩৪৫৬৭(রসা,প,গ) ৪৫৬৭৮ ৫৬৭৮৯ ৬৭৮৯০(রসা,জী) ৭৮৯০১ ৮৯০১২ ১২৩৪৫ ২৩৪৫৬ *৩৪৫৬৭(রসা,প,গ) ৪৫৬৭৮ ৫৬৭৮৯ ৬৭৮৯০(রসা,জী) ৭৮৯০১ ৮৯০১২ ১২৩৪৫ ২৩৪৫৬ *৩৪৫৬৭(রসা,প,গ) ৪৫৬৭৮ ৫৬৭৮৯ ৬৭৮৯০(রসা,জী) ৭৮৯০১ ৮৯০১২ ১২৩৪৫ ২৩৪৫৬ *৩৪৫৬৭(রসা,প,গ) ৪৫৬৭৮ ৫৬৭৮৯ ৬৭৮৯০(রসা,জী) ৭৮৯০১ ৮৯০১২ ১২৩৪৫ ২৩৪৫৬ *৩৪৫৬৭(রসা,প,গ) ৪৫৬৭৮ ৫৬৭৮৯ ৬৭৮৯০(রসা,জী) ৭৮৯০১ ৮৯০১২ ১২৩৪৫ ২৩৪৫৬ *৩৪৫৬৭(রসা,প,গ) ৪৫৬৭৮ ৫৬৭৮৯ ৬৭৮৯০(রসা,জী) ৭৮৯০১ ৮৯০১২ ১২৩৪৫ ২৩৪৫৬ *৩৪৫৬৭(রসা,প,গ) ৪৫৬৭৮ ৫৬৭৮৯ ৬৭৮৯০(রসা,জী) ৭৮৯০১ ৮৯০১২ ১২৩৪৫ ২৩৪৫৬ *৩৪৫৬৭(রসা,প,গ) ৪৫৬৭৮ ৫৬৭৮৯ ৬৭৮৯০(রসা,জী) ৭৮৯০১ ৮৯০১২ ১২৩৪৫ ২৩৪৫৬ *৩৪৫৬৭(রসা,প,গ) ৪৫৬৭৮ ৫৬৭৮৯ ৬৭৮৯০(রসা,জী) ৭৮৯০১ ৮৯০১২ ১২৩৪৫ ২৩৪৫৬ *৩৪৫৬৭(রসা,প,গ) ৪৫৬৭৮ ৫৬৭৮৯ ৬৭৮৯০(রসা,জী) ৭৮৯০১ ৮৯০১২ ১২৩৪৫ ২৩৪৫৬ *৩৪৫৬৭(রসা,প,গ) ৪৫৬৭৮ ৫৬৭৮৯ ৬৭৮৯০(রসা,জী) ৭৮৯০১ ৮৯০১২ ১২৩৪৫ ২৩৪৫৬ *৩৪৫৬৭(রসা,প,গ) ৪৫৬৭৮ ৫৬৭৮৯ ৬৭৮৯০(রসা,জী) ৭৮৯০১ ৮৯০১২ ১২৩৪৫ ২৩৪৫৬ *৩৪৫৬৭(রসা,প,গ) ৪৫৬৭৮ ৫৬৭৮৯ ৬৭৮৯০(রসা,জী) ৭৮৯০১ ৮৯০১২ ১২৩৪৫ ২৩৪৫৬ *৩৪৫৬৭(রসা,প,গ) ৪৫৬৭৮ ৫৬৭৮৯ ৬৭৮৯০(রসা,জী) ৭৮৯০১: [566, 92, 828, 253]
- roll-number-listing: ১২৩৪৫ ২৩৪৫৬ *৩৪৫৬৭(রসা,প,গ) ৪৫৬৭৮ ৫৬৭৮৯ ৬৭৮৯০(রসা,জী) ৭৮৯০১ ৮৯০১২ ১২৩৪৫ ২৩৪৫৬ *৩৪৫৬৭(রসা,প,গ) ৪৫৬৭৮ ৫৬৭৮৯ ৬৭৮৯০(রসা,জী) ৭৮৯০১ ৮৯০১২ ১২৩৪৫ ২৩৪৫৬ *৩৪৫৬৭(রসা,প,গ) ৪৫৬৭৮ ৫৬৭৮৯ ৬৭৮৯০(রসা,জী) ৭৮৯০১ ৮৯০১২ ১২৩৪৫ ২৩৪৫৬ *৩৪৫৬৭(রসা,প,গ) ৪৫৬৭৮ ৫৬৭৮৯ ৬৭৮৯০(রসা,জী) ৭৮৯০১ ৮৯০১২ ১২৩৪৫ ২৩৪৫৬ *৩৪৫৬৭(রসা,প,গ) ৪৫৬৭৮ ৫৬৭৮৯ ৬৭৮৯০(রসা,জী) ৭৮৯০১ ৮৯০১২ ১২৩৪৫ ২৩৪৫৬ *৩৪৫৬৭(রসা,প,গ) ৪৫৬৭৮ ৫৬৭৮৯ ৬৭৮৯০(রসা,জী) ৭৮৯০১ ৮৯০১২ ১২৩৪৫ ২৩৪৫৬ *৩৪৫৬৭(রসা,প,গ) ৪৫৬৭৮ ৫৬৭৮৯ ৬৭৮৯০(রসা,জী) ৭৮৯০১ ৮৯০১২ ১২৩৪৫ ২৩৪৫৬ *৩৪৫৬৭(রসা,প,গ) ৪৫৬৭৮ ৫৬৭৮৯ ৬৭৮৯০(রসা,জী) ৭৮৯০১ ৮৯০১২ ১২৩৪৫ ২৩৪৫৬ *৩৪৫৬৭(রসা,প,গ) ৪৫৬৭৮ ৫৬৭৮৯ ৬৭৮৯০(রসা,জী) ৭৮৯০১ ৮৯০১২ ১২৩৪৫ ২৩৪৫৬ *৩৪৫৬৭(রসা,প,গ) ৪৫৬৭৮ ৫৬৭৮৯ ৬৭৮৯০(রসা,জী) ৭৮৯০১ ৮৯০১২ ১২৩৪৫ ২৩৪৫৬ *৩৪৫৬৭(রসা,প,গ) ৪৫৬৭৮ ৫৬৭৮৯ ৬৭৮৯০(রসা,জী) ৭৮৯০১ ৮৯০১২ ১২৩৪৫ ২৩৪৫৬ *৩৪৫৬৭(রসা,প,গ) ৪৫৬৭৮ ৫৬৭৮৯ ৬৭৮৯০(রসা,জী) ৭৮৯০১ ৮৯০১২ ১২৩৪৫ ২৩৪৫৬ *৩৪৫৬৭(রসা,প,গ) ৪৫৬৭৮ ৫৬৭৮৯ ৬৭৮৯০(রসা,জী) ৭৮৯০১ ৮৯০১২ ১২৩৪৫ ২৩৪৫৬ *৩৪৫৬৭(রসা,প,গ) ৪৫৬৭৮ ৫৬৭৮৯ ৬৭৮৯০(রসা,জী) ৭৮৯০১ ৮৯০১২ ১২৩৪৫ ২৩৪৫৬ *৩৪৫৬৭(রসা,প,গ) ৪৫৬৭৮ ৫৬৭৮৯ ৬৭৮৯০(রসা,জী) ৭৮৯০১ ৮৯০১২ ১২৩৪৫ ২৩৪৫৬ *৩৪৫৬৭(রসা,প,গ) ৪৫৬৭৮ ৫৬৭৮৯ ৬৭৮৯০(রসা,জী) ৭৮৯০১ ৮৯০১২ ১২৩৪৫ ২৩৪৫৬ *৩৪৫৬৭(রসা,প,গ) ৪৫৬৭৮ ৫৬৭৮৯ ৬৭৮৯০(রসা,জী) ৭৮৯০১ ৮৯০১২ ১২৩৪৫ ২৩৪৫৬ *৩৪৫৬৭(রসা,প,গ) ৪৫৬৭৮ ৫৬৭৮৯ ৬৭৮৯০(রসা,জী) ৭৮৯০১ ৮৯০১২ ১২৩৪৫ ২৩৪৫৬ *৩৪৫৬৭(রসা,প,গ) ৪৫৬৭৮ ৫৬৭৮৯ ৬৭৮৯০(রসা,জী) ৭৮৯০১ ৮৯০১২ ১২৩৪৫ ২৩৪৫৬ *৩৪৫৬৭(রসা,প,গ) ৪৫৬৭৮ ৫৬৭৮৯ ৬৭৮৯০(রসা,জী) ৭৮৯০১ ৮৯০১২ ১২৩৪৫ ২৩৪৫৬ *৩৪৫৬৭(রসা,প: [566, 585, 828, 678]
- college-name: বি,এ,এফ, শাহীন কলেজ: [566, 257, 641, 267]
- roll-range: রোল নম্বর ..... মোট ... জন।: [838, 1018, 902, 1025]
- college-name: আইডিয়াল কলেজ, ঢাকা: [286, 1248, 361, 1258]
- results-column-4: [838, 92, 1100, 1494]
- roll-number-listing: ১২৩৪৫ ২৩৪৫৬ *৩৪৫৬৭(রসা,প,গ) ৪৫৬৭৮ ৫৬৭৮৯ ৬৭৮৯০(রসা,জী) ৭৮৯০১ ৮৯০১২ ১২৩৪৫ ২৩৪৫৬ *৩৪৫৬৭(রসা,প,গ) ৪৫৬৭৮ ৫৬৭৮৯ ৬৭৮৯০(রসা,জী) ৭৮৯০১ ৮৯০১২ ১২৩৪৫ ২৩৪৫৬ *৩৪৫৬৭(রসা,প,গ) ৪৫৬৭৮ ৫৬৭৮৯ ৬৭৮৯০(রসা,জী) ৭৮৯০১ ৮৯০১২ ১২৩৪৫ ২৩৪৫৬ *৩৪৫৬৭(রসা,প,গ) ৪৫৬৭৮ ৫৬৭৮৯ ৬৭৮৯০(রসা,জী) ৭৮৯০১ ৮৯০১২ ১২৩৪৫ ২৩৪৫৬ *৩৪৫৬৭(রসা,প,গ) ৪৫৬৭৮ ৫৬৭৮৯ ৬৭৮৯০(রসা,জী) ৭৮৯০১ ৮৯০১২ ১২৩৪৫ ২৩৪৫৬ *৩৪৫৬৭(রসা,প,গ) ৪৫৬৭৮ ৫৬৭৮৯ ৬৭৮৯০(রসা,জী) ৭৮৯০১ ৮৯০১২ ১২৩৪৫ ২৩৪৫৬ *৩৪৫৬৭(রসা,প,গ) ৪৫৬৭৮ ৫৬৭৮৯ ৬৭৮৯০(রসা,জী) ৭৮৯০১ ৮৯০১২ ১২৩৪৫ ২৩৪৫৬ *৩৪৫৬৭(রসা,প,গ) ৪৫৬৭৮ ৫৬৭৮৯ ৬৭৮৯০(রসা,জী) ৭৮৯০১ ৮৯০১২ ১২৩৪৫ ২৩৪৫৬ *৩৪৫৬৭(রসা,প,গ) ৪৫৬৭৮ ৫৬৭৮৯ ৬৭৮৯০(রসা,জী) ৭৮৯০১ ৮৯০১২ ১২৩৪৫ ২৩৪৫৬ *৩৪৫৬৭(রসা,প,গ) ৪৫৬৭৮ ৫৬৭৮৯ ৬৭৮৯০(রসা,জী) ৭৮৯০১ ৮৯০১২ ১২৩৪৫ ২৩৪৫৬ *৩৪৫৬৭(রসা,প,গ) ৪৫৬৭৮ ৫৬৭৮৯ ৬৭৮৯০(রসা,জী) ৭৮৯০১ ৮৯০১২ ১২৩৪৫ ২৩৪৫৬ *৩৪৫৬৭(রসা,প,গ) ৪৫৬৭৮ ৫৬৭৮৯ ৬৭৮৯০(রসা,জী) ৭৮৯০১ ৮৯০১২ ১২৩৪৫ ২৩৪৫৬ *৩৪৫৬৭(রসা,প,গ) ৪৫৬৭৮ ৫৬৭৮৯ ৬৭৮৯০(রসা,জী) ৭৮৯০১ ৮৯০১২ ১২৩৪৫ ২৩৪৫৬ *৩৪৫৬৭(রসা,প,গ) ৪৫৬৭৮ ৫৬৭৮৯ ৬৭৮৯০(রসা,জী) ৭৮৯০১ ৮৯০১২ ১২৩৪৫ ২৩৪৫৬ *৩৪৫৬৭(রসা,প,গ) ৪৫৬৭৮ ৫৬৭৮৯ ৬৭৮৯০(রসা,জী) ৭৮৯০১ ৮৯০১২ ১২৩৪৫ ২৩৪৫৬ *৩৪৫৬৭(রসা,প,গ) ৪৫৬৭৮ ৫৬৭৮৯ ৬৭৮৯০(রসা,জী) ৭৮৯০১ ৮৯০১২ ১২৩৪৫ ২৩৪৫৬ *৩৪৫৬৭(রসা,প,গ) ৪৫৬৭৮ ৫৬৭৮৯ ৬৭৮৯০(রসা,জী) ৭৮৯০১ ৮৯০১২ ১২৩৪৫ ২৩৪৫৬ *৩৪৫৬৭(রসা,প,গ) ৪৫৬৭৮ ৫৬৭৮৯ ৬৭৮৯০(রসা,জী) ৭৮৯০১ ৮৯০১২ ১২৩৪৫ ২৩৪৫৬ *৩৪৫৬৭(রসা,প,গ) ৪৫৬৭৮ ৫৬৭৮৯ ৬৭৮৯০(রসা,জী) ৭৮৯০১ ৮৯০১২ ১২৩৪৫ ২৩৪৫৬ *৩৪৫৬৭(রসা,প,গ) ৪৫৬৭৮ ৫৬৭৮৯ ৬৭৮৯০(রসা,জী) ৭৮৯০১ ৮৯০১২ ১২৩৪৫ ২৩৪৫৬ *৩৪৫৬৭(রসা,প,গ) ৪৫৬৭৮ ৫৬৭৮৯ ৬৭৮৯০(রসা,জী) ৭৮৯০১ ৮৯০১২ ১২৩৪৫ ২৩৪৫৬ *৩৪৫৬৭(রসা,প,গ) ৪৫৬৭৮ ৫৬৭৮৯ ৬৭৮৯০(রসা,জী) ৭৮৯০১ ৮৯০১২ ১২৩৪৫ ২৩৪৫৬ *৩৪৫৬৭(রসা,প,গ) ৪৫৬৭৮ ৫৬৭৮৯ ৬৭৮৯০(রসা,জী) ৭৮৯০১ ৮৯০১২ ১২৩৪৫ ২৩৪৫৬ *৩৪৫৬৭(রসা,প,গ) ৪৫৬৭৮ ৫৬৭৮৯ ৬৭৮৯০(রসা,জী) ৭৮৯০১ ৮৯০১২ ১২৩৪৫ ২৩৪৫৬ *৩৪৫৬৭(রসা,প,গ) ৪৫৬৭৮ ৫৬৭৮৯ ৬৭৮৯০(রসা,জী) ৭৮৯০১ ৮৯০১২ ১২৩৪৫ ২৩৪৫৬ *৩৪৫৬৭(রসা,প,গ) ৪৫৬৭৮ ৫৬৭৮৯ ৬৭৮৯০(রসা,জী) ৭৮৯০১ ৮৯০১২ ১২৩৪৫ ২৩৪৫৬ *৩৪৫৬৭(রসা,প,গ) ৪৫৬৭৮ ৫৬৭৮৯ ৬৭৮৯০(রসা,জী) ৭৮৯০১ ৮৯০১২ ১২৩৪৫ ২৩৪৫৬ *৩৪৫৬৭(রসা,প,গ) ৪৫৬৭৮ ৫৬৭৮৯ ৬৭৮৯০(রসা,জী) ৭৮৯০১ ৮৯০১২ ১২৩৪৫ ২৩৪৫৬ *৩৪৫৬৭(রসা,প,গ) ৪৫৬৭৮ ৫৬৭৮৯ ৬৭৮৯০(রসা,জী) ৭৮৯০১ ৮৯০১২ ১২৩৪৫ ২৩৪৫৬ *৩৪৫৬৭(রসা,প,গ) ৪৫৬৭৮ ৫৬৭৮৯ ৬৭৮৯০(রসা,জী) ৭৮৯০১ ৮৯০১২ ১২৩৪৫ ২৩৪৫৬ *৩৪৫৬৭(রসা,প,গ) ৪৫৬৭৮ ৫৬৭৮৯ ৬৭৮৯০(রসা,জী) ৭৮৯০১ ৮৯০১২ ১২৩৪৫ ২৩৪৫৬ *৩৪৫৬৭(রসা,প,গ) ৪৫৬৭৮ ৫৬৭৮৯ ৬৭৮৯০(রসা,জী) ৭৮৯০১ ৮৯০১২ ১২৩৪৫ ২৩৪৫৬ *৩৪৫৬৭(রসা,প,গ) ৪৫৬৭৮ ৫৬৭৮৯ ৬৭৮৯০(রসা,জী) ৭৮৯০১ ৮৯০১২ ১২৩৪৫ ২৩৪৫৬ *৩৪৫৬৭(রসা,প,গ) ৪৫৬৭৮ ৫৬৭৮৯ ৬৭৮৯০(রসা,জী) ৭৮৯০১ ৮৯০১২ ১২৩৪৫ ২৩৪৫৬ *৩৪৫৬৭(রসা,প,গ) ৪৫৬৭৮ ৫৬৭৮৯ ৬৭৮৯০(রসা,জী) ৭৮৯০১ ৮৯০১২ ১২৩৪৫ ২৩৪৫৬ *৩৪৫৬৭(রসা,প,গ) ৪৫৬৭৮ ৫৬৭৮৯ ৬৭৮৯০(রসা,জী) ৭৮৯০১ ৮৯০১২ ১২৩৪৫ ২৩৪৫৬ *৩৪৫৬৭(রসা,প,গ) ৪৫৬৭৮ ৫৬৭৮৯ ৬৭৮৯০(রসা,জী) ৭৮৯০১ ৮৯০১২ ১২৩৪৫ ২৩৪৫৬ *৩৪৫৬৭(রসা,প,গ) ৪৫৬৭৮ ৫৬৭৮৯ ৬৭৮৯০(রসা,জী) ৭৮৯০১ ৮৯০১২ ১২৩৪৫ ২৩৪৫৬ *৩৪৫৬৭(রসা,প,গ) ৪৫৬৭৮ ৫৬৭৮৯ ৬৭৮৯০(রসা,জী) ৭৮৯০১ ৮৯০১২ ১২৩৪৫ ২৩৪৫৬ *৩৪৫৬৭(রসা,প,গ) ৪৫৬৭৮ ৫৬৭৮৯ ৬৭৮৯০(রসা,জী) ৭৮৯০১ ৮৯০১২ ১২৩৪৫ ২৩৪৫৬ *৩৪৫৬৭(রসা,প,গ) ৪৫৬৭৮ ৫৬৭৮৯ ৬৭৮৯০(রসা,জী) ৭৮৯০১ ৮৯০১২ ১২৩৪৫ ২৩৪৫৬ *৩৪৫৬৭(রসা,প,গ) ৪৫৬৭৮ ৫৬৭৮৯ ৬৭৮৯০(রসা,জী) ৭৮৯০১ ৮৯০১২ ১২৩৪৫ ২৩৪৫৬ *৩৪৫৬৭(রসা,প,গ) ৪৫৬৭৮ ৫৬৭৮৯ ৬৭৮৯০(রসা,জী) ৭৮৯০১ ৮৯০১২ ১২৩৪৫ ২৩৪৫৬ *৩৪৫৬৭(রসা,প,গ) ৪৫৬৭৮ ৫৬৭৮৯ ৬৭৮৯০(রসা,জী) ৭৮৯০১ ৮৯০১২ ১২৩৪৫ ২৩৪৫৬ *৩৪৫৬৭(রসা,প,গ) ৪৫৬৭৮ ৫৬৭৮৯ ৬৭৮৯০(রসা,জী) ৭৮৯০১ ৮৯০১২ ১২৩৪৫ ২৩৪৫৬ *৩৪৫৬৭(রসা,প,গ) ৪৫৬৭৮ ৫৬৭৮৯ ৬৭৮৯০(রসা,জী) ৭৮৯০১ ৮৯০১২ ১২৩৪৫ ২৩৪৫৬ *৩৪৫৬৭(রসা,প,গ) ৪৫৬৭৮ ৫৬৭৮৯ ৬৭৮৯০(রসা,জী) ৭৮৯০১ ৮৯০১২ ১২৩৪৫ ২৩৪৫৬ *৩৪৫৬৭(রসা,প,গ) ৪৫৬৭৮ ৫৬৭৮৯ ৬৭৮৯০(রসা,জী) ৭৮৯০১ ৮৯০১২ ১২৩৪৫ ২৩৪৫৬ *৩৪৫৬৭(রসা,প,গ) ৪৫৬৭৮ ৫৬৭৮৯ ৬৭৮৯০(রসা,জী) ৭৮৯০১ ৮৯০১২ ১২৩৪৫ ২৩৪৫৬ *৩৪৫৬৭(রসা,প,গ) ৪৫৬৭৮ ৫৬৭৮৯ ৬৭৮৯০(রসা,জী) ৭৮৯০১ ৮৯০১২ ১২৩৪৫ ২৩৪৫৬ *৩৪৫৬৭(রসা,প,গ) ৪৫৬৭৮ ৫৬৭৮৯ ৬৭৮৯০(রসা,জী) ৭৮৯০১ ৮৯০১২ ১২৩৪৫ ২৩৪৫৬ *৩৪৫৬৭(রসা,প,গ) ৪৫৬৭৮ ৫৬৭৮৯ ৬৭৮৯০(রসা,জী) ৭৮৯০১ ৮৯০১২ ১২৩৪৫ ২৩৪৫৬ *৩৪৫৬৭(রসা,প,গ) ৪৫৬৭৮ ৫৬৭৮৯ ৬৭৮৯০(রসা,জী) ৭৮৯০১ ৮৯০১২ ১২৩৪৫ ২৩৪৫৬ *৩৪৫৬৭(রসা,প,গ) ৪৫৬৭৮ ৫৬৭৮৯ ৬৭৮৯০(রসা,জী) ৭৮৯০১ ৮৯০১২ ১২৩৪৫ ২৩৪৫৬ *৩৪৫৬৭(রসা,প,গ) ৪৫৬৭৮ ৫৬৭৮৯ ৬৭৮৯০(রসা,জী) ৭৮৯০১ ৮৯০১২ ১২৩৪৫ ২৩৪৫৬ *৩৪৫৬৭(রসা,প,গ) ৪৫৬৭৮ ৫৬৭৮৯ ৬৭৮৯০(রসা,জী) ৭৮৯০১ ৮৯০১২ ১২৩৪৫ ২৩৪৫৬ *৩৪৫৬৭(রসা,প,গ) ৪৫৬৭৮ ৫৬৭৮৯ ৬৭৮৯০(রসা,জী) ৭৮৯০১ ৮৯০১২ ১২৩৪৫ ২৩৪৫৬ *৩৪৫৬৭(রসা,প,গ) ৪৫৬৭৮ ৫৬৭৮৯ ৬৭৮৯০(রসা,জী) ৭৮৯০১ ৮৯০১২ ১২৩৪৫ ২৩৪৫৬ *৩৪৫৬৭(রসা,প,গ) ৪৫৬৭৮ ৫৬৭৮৯ ৬৭৮৯০(রসা,জী) ৭৮৯০১ ৮৯০১২ ১২৩৪৫ ২৩৪৫৬ *৩৪৫৬৭(রসা,প,গ) ৪৫৬৭৮ ৫৬৭৮৯ ৬৭৮৯০(রসা,জী) ৭৮৯০১ ৮৯০১২ ১২৩৪৫ ২৩৪৫৬ *৩৪৫৬৭(রসা,প,গ) ৪৫৬৭৮ ৫৬৭৮৯ ৬৭৮৯০(রসা,জী) ৭৮৯০১ ৮৯০১২ ১২৩৪৫ ২৩৪৫৬ *৩৪৫৬৭(রসা,প,গ) ৪৫৬৭৮ ৫৬৭৮৯ ৬৭৮৯০(রসা,জী) ৭৮৯০১ ৮৯০১২ ১২৩৪৫ ২৩৪৫৬ *৩৪৫৬৭(রসা,প,গ) ৪৫৬৭৮ ৫৬৭৮৯ ৬৭৮৯০(রসা,জী) ৭৮৯০১ ৮৯০১২ ১২৩৪৫ ২৩৪৫৬ *৩৪৫৬৭(রসা,প,গ) ৪৫৬৭৮ ৫৬৭৮৯ ৬৭৮৯০(রসা,জী) ৭৮৯০১ ৮৯০১২ ১২৩৪৫ ২৩৪৫৬ *৩৪৫৬৭(রসা,প,গ) ৪৫৬৭৮ ৫৬৭৮৯ ৬৭৮৯০(রসা,জী) ৭৮৯০১ ৮৯০১২ ১২৩৪৫ ২৩৪৫৬ *৩৪৫৬৭(রসা,প,গ) ৪৫৬৭৮ ৫৬৭৮৯ ৬৭৮৯০(রসা,জী) ৭৮৯০১ ৮৯০১২ ১২৩৪৫ ২৩৪৫৬ *৩৪৫৬৭(রসা,প,গ) ৪৫৬৭৮ ৫৬৭৮৯ ৬৭৮৯০(রসা,জী) ৭৮৯০১ ৮৯০১২ ১২৩৪৫ ২৩৪৫৬ *৩৪৫৬৭(রসা,প,গ) ৪৫৬৭৮ ৫৬৭৮৯ ৬৭৮৯০(রসা,জী) ৭৮৯০১ ৮৯০১২ ১২৩৪৫ ২৩৪৫৬ *৩৪৫৬৭(রসা,প,গ) ৪৫৬৭৮ ৫৬৭৮৯ ৬৭৮৯০(রসা,জী) ৭৮৯০১ ৮৯০১২ ১২৩৪৫ ২৩৪৫৬ *৩৪৫৬৭(রসা,প,গ) ৪৫৬৭৮ ৫৬৭৮৯ ৬৭৮৯০(রসা,জী) ৭৮৯০১ ৮৯০১২ ১২৩৪৫ ২৩৪৫৬ *৩৪৫৬৭(রসা,প,গ) ৪৫৬৭৮ ৫৬৭৮৯ ৬৭৮৯০(রসা,জী) ৭৮৯০১ ৮৯০১২ ১২৩৪৫ ২৩৪৫৬ *৩৪৫৬৭(রসা,প,গ) ৪৫৬৭৮ ৫৬৭৮৯ ৬৭৮৯০(রসা,জী) ৭৮৯০১ ৮৯০১২ ১২৩৪৫ ২৩৪৫৬ *৩৪৫৬৭(রসা,প,গ) ৪৫৬৭৮ ৫৬৭৮৯ ৬৭৮৯০(রসা,জী) ৭৮৯০১ ৮৯০১২ ১২৩৪৫ ২৩৪৫৬ *৩৪৫৬৭(রসা,প,গ) ৪৫৬৭৮ ৫৬৭৮৯ ৬৭৮৯০(রসা,জী) ৭৮৯০১ ৮৯০১২ ১২৩৪৫ ২৩৪৫৬ *৩৪৫৬৭(রসা,প,গ) ৪৫৬৭৮ ৫৬৭৮৯ ৬৭৮৯০(রসা,জী) ৭৮৯০১ ৮৯০১২ ১২৩৪৫ ২৩৪৫৬ *৩৪৫৬৭(রসা,প,গ) ৪৫৬৭৮ ৫৬৭৮৯ ৬৭৮৯০(রসা,জী) ৭৮৯০১ ৮৯০১২ ১২৩৪৫ ২৩৪৫৬ *৩৪৫৬৭(রসা,প,গ) ৪৫৬৭৮ ৫৬৭৮৯ ৬৭৮৯০(রসা,জী) ৭৮৯০১ ৮৯০১২ ১২৩৪৫ ২৩৪৫৬ *৩৪৫৬৭(রসা,প,গ) ৪৫৬৭৮ ৫৬৭৮৯ ৬৭৮৯০(রসা,জী) ৭৮৯০১ ৮৯০১২ ১২৩৪৫ ২৩৪৫৬ *৩৪৫৬৭(রসা,প,গ) ৪৫৬৭৮ ৫৬৭৮৯ ৬৭৮৯০(রসা,জী) ৭৮৯০১ ৮৯০১২ ১২৩৪৫ ২৩৪৫৬ *৩৪৫৬৭(রসা,প,গ) ৪৫৬৭৮ ৫৬৭৮৯ ৬৭৮৯০(রসা,জী) ৭৮৯০১ ৮৯০১২ ১২৩৪৫ ২৩৪৫৬ *৩৪৫৬৭(রসা,প,গ) ৪৫৬৭৮ ৫৬৭৮৯ ৬৭৮৯০(রসা,জী) ৭৮৯০১ ৮৯০১২ ১২৩৪৫ ২৩৪৫৬ *৩৪৫৬৭(রসা,প,গ) ৪৫৬৭৮ ৫৬৭৮৯ ৬৭৮৯০(রসা,জী) ৭৮৯০১ ৮৯০১২ ১২৩৪৫ ২৩৪৫৬ *৩৪৫৬৭(রসা,প,গ) ৪৫৬৭৮ ৫৬৭৮৯ ৬৭৮৯০(রসা,জী) ৭৮৯০১ ৮৯০১২ ১২৩৪৫ ২৩৪৫৬ *৩৪৫৬৭(রসা,প,গ) ৪৫৬৭৮ ৫৬৭৮৯ ৬৭৮৯০(রসা,জী) ৭৮৯০১ ৮৯০১২ ১২৩৪৫ ২৩৪৫৬ *৩৪৫৬৭(রসা,প,গ) ৪৫৬৭৮ ৫৬৭৮৯ ৬৭৮৯০(রসা,জী) ৭৮৯০১ ৮৯০১২ ১২৩৪৫ ২৩৪৫৬ *৩৪৫৬৭(রসা,প,গ) ৪৫৬৭৮ ৫৬৭৮৯ ৬৭৮৯০(রসা,জী) ৭৮৯০১ ৮৯০১২ ১২৩৪৫ ২৩৪৫৬ *৩৪৫৬৭(রসা,প,গ) ৪৫৬৭৮ ৫৬৭৮৯ ৬৭৮৯০(রসা,জী) ৭৮৯০১ ৮৯০১২ ১২৩৪৫ ২৩৪৫৬ *৩৪৫৬৭: [838, 161, 1100, 558]
- roll-number-listing: ১২৩৪৫ ২৩৪৫৬ *৩৪৫৬৭(রসা,প,গ) ৪৫৬৭৮ ৫৬৭৮৯ ৬৭৮৯০(রসা,জী) ৭৮৯০১ ৮৯০১২ ১২৩৪৫ ২৩৪৫৬ *৩৪৫৬৭(রসা,প,গ) ৪৫৬৭৮ ৫৬৭৮৯ ৬৭৮৯০(রসা,জী) ৭৮৯০১ ৮৯০১২ ১২৩৪৫ ২৩৪৫৬ *৩৪৫৬৭(রসা,প,গ) ৪৫৬৭৮ ৫৬৭৮৯ ৬৭৮৯০(রসা,জী) ৭৮৯০১ ৮৯০১২ ১২৩৪৫ ২৩৪৫৬ *৩৪৫৬৭(রসা,প,গ) ৪৫৬৭৮ ৫৬৭৮৯ ৬৭৮৯০(রসা,জী) ৭৮৯০১ ৮৯০১২ ১২৩৪৫ ২৩৪৫৬ *৩৪৫৬৭(রসা,প,গ) ৪৫৬৭৮ ৫৬৭৮৯ ৬৭৮৯০(রসা,জী) ৭৮৯০১ ৮৯০১২ ১২৩৪৫ ২৩৪৫৬ *৩৪৫৬৭(রসা,প,গ) ৪৫৬৭৮ ৫৬৭৮৯ ৬৭৮৯০(রসা,জী) ৭৮৯০১ ৮৯০১২ ১২৩৪৫ ২৩৪৫৬ *৩৪৫৬৭(রসা,প,গ) ৪৫৬৭৮ ৫৬৭৮৯ ৬৭৮৯০(রসা,জী) ৭৮৯০১ ৮৯০১২ ১২৩৪৫ ২৩৪৫৬ *৩৪৫৬৭(রসা,প,গ) ৪৫৬৭৮ ৫৬৭৮৯ ৬৭৮৯০(রসা,জী) ৭৮৯০১ ৮৯০১২ ১২৩৪৫ ২৩৪৫৬ *৩৪৫৬৭(রসা,প,গ) ৪৫৬৭৮ ৫৬৭৮৯ ৬৭৮৯০(রসা,জী) ৭৮৯০১ ৮৯০১২ ১২৩৪৫ ২৩৪৫৬ *৩৪৫৬৭(রসা,প,গ) ৪৫৬৭৮ ৫৬৭৮৯ ৬৭৮৯০(রসা,জী) ৭৮৯০১ ৮৯০১২ ১২৩৪৫ ২৩৪৫৬ *৩৪৫৬৭(রসা,প,গ) ৪৫৬৭৮ ৫৬৭৮৯ ৬৭৮৯০(রসা,জী) ৭৮৯০১ ৮৯০১২ ১২৩৪৫ ২৩৪৫৬ *৩৪৫৬৭(রসা,প,গ) ৪৫৬৭৮ ৫৬৭৮৯ ৬৭৮৯০(রসা,জী) ৭৮৯০১ ৮৯০১২ ১২৩৪৫ ২৩৪৫৬ *৩৪৫৬৭(রসা,প,গ) ৪৫৬৭৮ ৫৬৭৮৯ ৬৭৮৯০(রসা,জী) ৭৮৯০১ ৮৯০১২ ১২৩৪৫ ২৩৪৫৬ *৩৪৫৬৭(রসা,প,গ) ৪৫৬৭৮ ৫৬৭৮৯ ৬৭৮৯০(রসা,জী) ৭৮৯০১ ৮৯০১২ ১২৩৪৫ ২৩৪৫৬ *৩৪৫৬৭(রসা,প,গ) ৪৫৬৭৮ ৫৬৭৮৯ ৬৭৮৯০(রসা,জী) ৭৮৯০১ ৮৯০১২ ১২৩৪৫ ২৩৪৫৬ *৩৪৫৬৭(রসা,প,গ) ৪৫৬৭৮ ৫৬৭৮৯ ৬৭৮৯০(রসা,জী) ৭৮৯০১ ৮৯০১২ ১২৩৪৫ ২৩৪৫৬ *৩৪৫৬৭(রসা,প,গ) ৪৫৬৭৮ ৫৬৭৮৯ ৬৭৮৯০(রসা,জী) ৭৮৯০১ ৮৯০১২ ১২৩৪৫ ২৩৪৫৬ *৩৪৫৬৭(রসা,প,গ) ৪৫৬৭৮ ৫৬৭৮৯ ৬৭৮৯০(রসা,জী) ৭৮৯০১ ৮৯০১২ ১২৩৪৫ ২৩৪৫৬ *৩৪৫৬৭(রসা,প,গ) ৪৫৬৭৮ ৫৬৭৮৯ ৬৭৮৯০(রসা,জী) ৭৮৯০১ ৮৯০১২ ১২৩৪৫ ২৩৪৫৬ *৩৪৫৬৭(রসা,প,গ) ৪৫৬৭৮ ৫৬৭৮৯ ৬৭৮৯০(রসা,জী) ৭৮৯০১ ৮৯০১২ ১২৩৪৫ ২৩৪৫৬ *৩৪৫৬৭(রসা,প,গ) ৪৫৬৭৮ ৫৬৭৮৯ ৬৭৮৯০(রসা,জী) ৭৮৯০১ ৮৯০১২ ১২৩৪৫ ২৩৪৫৬ *৩৪৫৬৭(রসা,প,গ) ৪৫৬৭৮ ৫৬৭৮৯ ৬৭৮৯০(রসা,জী) ৭৮৯০১ ৮৯০১২ ১২৩৪৫ ২৩৪৫৬ *৩৪৫৬৭(রসা,প,গ) ৪৫৬৭৮ ৫৬৭৮৯ ৬৭৮৯০(রসা,জী) ৭৮৯০১ ৮৯০১২ ১২৩৪৫ ২৩৪৫৬ *৩৪৫৬৭(রসা,প,গ) ৪৫৬৭৮ ৫৬৭৮৯ ৬৭৮৯০(রসা,জী) ৭৮৯০১ ৮৯০১২ ১২৩৪৫ ২৩৪৫৬ *৩৪৫৬৭(রসা,প,গ) ৪৫৬৭৮ ৫৬৭৮৯ ৬৭৮৯০(রসা,জী) ৭৮৯০১ ৮৯০১২ ১২৩৪৫ ২৩৪৫৬ *৩৪৫৬৭(রসা,প,গ) ৪৫৬৭৮ ৫৬৭৮৯ ৬৭৮৯০(রসা,জী) ৭৮৯০১ ৮৯০১২ ১২৩৪৫ ২৩৪৫৬ *৩৪৫৬৭(রসা,প,গ) ৪৫৬৭৮ ৫৬৭৮৯ ৬৭৮৯০(রসা,জী) ৭৮৯০১ ৮৯০১২ ১২৩৪৫ ২৩৪৫৬ *৩৪৫৬৭(রসা,প,গ) ৪৫৬৭৮ ৫৬৭৮৯ ৬৭৮৯০(রসা,জী) ৭৮৯০১ ৮৯০১২ ১২৩৪৫ ২৩৪৫৬ *৩৪৫৬৭(রসা,প,গ) ৪৫৬৭৮ ৫৬৭৮৯ ৬৭৮৯০(রসা,জী) ৭৮৯০১ ৮৯০১২ ১২৩৪৫ ২৩৪৫৬ *৩৪৫৬৭(রসা,প,গ) ৪৫৬৭৮ ৫৬৭৮৯ ৬৭৮৯০(রসা,জী) ৭৮৯০১ ৮৯০১২ ১২৩৪৫ ২৩৪৫৬ *৩৪৫৬৭(রসা,প,গ) ৪৫৬৭৮ ৫৬৭৮৯ ৬৭৮৯০(রসা,জী) ৭৮৯০১ ৮৯০১২ ১২৩৪৫ ২৩৪৫৬ *৩৪৫৬৭(রসা,প,গ) ৪৫৬৭৮ ৫৬৭৮৯ ৬৭৮৯০(রসা,জী) ৭৮৯০১ ৮৯০১২ ১২৩৪৫ ২৩৪৫৬ *৩৪৫৬৭(রসা,প,গ) ৪৫৬৭৮ ৫৬৭৮৯ ৬৭৮৯০(রসা,জী) ৭৮৯০১ ৮৯০১২ ১২৩৪৫ ২৩৪৫৬ *৩৪৫৬৭(রসা,প,গ) ৪৫৬৭৮ ৫৬৭৮৯ ৬৭৮৯০(রসা,জী) ৭৮৯০১ ৮৯০১২ ১২৩৪৫ ২৩৪৫৬ *৩৪৫৬৭(রসা,প,গ) ৪৫৬৭৮ ৫৬৭৮৯ ৬৭৮৯০(রসা,জী) ৭৮৯০১ ৮৯০১২ ১২৩৪৫ ২৩৪৫৬ *৩৪৫৬৭(রসা,প,গ) ৪৫৬৭৮ ৫৬৭৮৯ ৬৭৮৯০(রসা,জী) ৭৮৯০১ ৮৯০১২ ১২৩৪৫ ২৩৪৫৬ *৩৪৫৬৭(রসা,প,গ) ৪৫৬৭৮ ৫৬৭৮৯ ৬৭৮৯০(রসা,জী) ৭৮৯০১ ৮৯০১২ ১২৩৪৫ ২৩৪৫৬ *৩৪৫৬৭(রসা,প,গ) ৪৫৬৭৮ ৫৬৭৮৯ ৬৭৮৯০(রসা,জী) ৭৮৯০১ ৮৯০১২ ১২৩৪৫ ২৩৪৫৬ *৩৪৫৬৭(রসা,প,গ) ৪৫৬৭৮ ৫৬৭৮৯ ৬৭৮৯০(রসা,জী) ৭৮৯০১ ৮৯০১২ ১২৩৪৫ ২৩৪৫৬ *৩৪৫৬৭(রসা,প,গ) ৪৫৬৭৮ ৫৬৭৮৯ ৬৭৮৯০(রসা,জী) ৭৮৯০১ ৮৯০১২ ১২৩৪৫ ২৩৪৫৬ *৩৪৫৬৭(রসা,প,গ) ৪৫৬৭৮ ৫৬৭৮৯ ৬৭৮৯০(রসা,জী) ৭৮৯০১ ৮৯০১২ ১২৩৪৫ ২৩৪৫৬ *৩৪৫৬৭(রসা,প,গ) ৪৫৬৭৮ ৫৬৭৮৯ ৬৭৮৯০(রসা,জী) ৭৮৯০১ ৮৯০১২ ১২৩৪৫ ২৩৪৫৬ *৩৪৫৬৭(রসা,প,গ) ৪৫৬৭৮ ৫৬৭৮৯ ৬৭৮৯০(রসা,জী) ৭৮৯০১ ৮৯০১২ ১২৩৪৫ ২৩৪৫৬ *৩৪৫৬৭(রসা,প,গ) ৪৫৬৭৮ ৫৬৭৮৯ ৬৭৮৯০(রসা,জী) ৭৮৯০১ ৮৯০১২ ১২৩৪৫ ২৩৪৫৬ *৩৪৫৬৭(রসা,প,গ) ৪৫৬৭৮ ৫৬৭৮৯ ৬৭৮৯০(রসা,জী) ৭৮৯০১ ৮৯০১২ ১২৩৪৫ ২৩৪৫৬ *৩৪৫৬৭(রসা,প,গ) ৪৫৬৭৮ ৫৬৭৮৯ ৬৭৮৯০(রসা,জী) ৭৮৯০১ ৮৯০১২ ১২৩৪৫ ২৩৪৫৬ *৩৪৫৬৭(রসা,প,গ) ৪৫৬৭৮ ৫৬৭৮৯ ৬৭৮৯০(রসা,জী) ৭৮৯০১ ৮৯০১২ ১২৩৪৫ ২৩৪৫৬ *৩৪৫৬৭(রসা,প,গ) ৪৫৬৭৮ ৫৬৭৮৯ ৬৭৮৯০(রসা,জী) ৭৮৯০১ ৮৯০১২ ১২৩৪৫ ২৩৪৫৬ *৩৪৫৬৭(রসা,প,গ) ৪৫৬৭৮ ৫৬৭৮৯ ৬৭৮৯০(রসা,জী) ৭৮৯০১ ৮৯০১২ ১২৩৪৫ ২৩৪৫৬ *৩৪৫৬৭(রসা,প,গ) ৪৫৬৭৮ ৫৬৭৮৯ ৬৭৮৯০(রসা,জী) ৭৮৯০১ ৮৯০১২ ১২৩৪৫ ২৩৪৫৬ *৩৪৫৬৭(রসা,প,গ) ৪৫৬৭৮ ৫৬৭৮৯ ৬৭৮৯০(রসা,জী) ৭৮৯০১ ৮৯০১২ ১২৩৪৫ ২৩৪৫৬ *৩৪৫৬৭(রসা,প,গ) ৪৫৬৭৮ ৫৬৭৮৯ ৬৭৮৯০(রসা,জী) ৭৮৯০১ ৮৯০১২ ১২৩৪৫ ২৩৪৫৬ *৩৪৫৬৭(রসা,প,গ) ৪৫৬৭৮ ৫৬৭৮৯ ৬৭৮৯০(রসা,জী) ৭৮৯০১ ৮৯০১২ ১২৩৪৫ ২৩৪৫৬ *৩৪৫৬৭(রসা,প,গ) ৪৫৬৭৮ ৫৬৭৮৯ ৬৭৮৯০(রসা,জী) ৭৮৯০১ ৮৯০১২ ১২৩৪৫ ২৩৪৫৬ *৩৪৫৬৭(রসা,প,গ) ৪৫৬৭৮ ৫৬৭৮৯ ৬৭৮৯০(রসা,জী) ৭৮৯০১ ৮৯০১২ ১২৩৪৫ ২৩৪৫৬ *৩৪৫৬৭(রসা,প,গ) ৪৫৬৭৮ ৫৬৭৮৯ ৬৭৮৯০(রসা,জী) ৭৮৯০১ ৮৯০১২ ১২৩৪৫ ২৩৪৫৬ *৩৪৫৬৭(রসা,প,গ) ৪৫৬৭৮ ৫৬৭৮৯ ৬৭৮৯০(রসা,জী) ৭৮৯০১ ৮৯০১২ ১২৩৪৫ ২৩৪৫৬ *৩৪৫৬৭(রসা,প,গ) ৪৫৬৭৮ ৫৬৭৮৯ ৬৭৮৯০(রসা,জী) ৭৮৯০১ ৮৯০১২ ১২৩৪৫ ২৩৪৫৬ *৩৪৫৬৭(রসা,প,গ) ৪৫৬৭৮ ৫৬৭৮৯ ৬৭৮৯০(রসা,জী) ৭৮৯০১ ৮৯০১২ ১২৩৪৫ ২৩৪৫৬ *৩৪৫৬৭(রসা,প,গ) ৪৫৬৭৮ ৫৬৭৮৯ ৬৭৮৯০(রসা,জী) ৭৮৯০১ ৮৯০১২ ১২৩৪৫ ২৩৪৫৬ *৩৪৫৬৭(রসা,প,গ) ৪৫৬৭৮ ৫৬৭৮৯ ৬৭৮৯০(রসা,জী) ৭৮৯০১ ৮৯০১২ ১২৩৪৫ ২৩৪৫৬ *৩৪৫৬৭(রসা,প,গ) ৪৫৬৭৮ ৫৬৭৮৯ ৬৭৮৯০(রসা,জী) ৭৮৯০১ ৮৯০১২ ১২৩৪৫ ২৩৪৫৬ *৩৪৫৬৭(রসা,প,গ) ৪৫৬৭৮ ৫৬৭৮৯ ৬৭৮৯০(রসা,জী) ৭৮৯০১ ৮৯০১২ ১২৩৪৫ ২৩৪৫৬ *৩৪৫৬৭(রসা,প,গ) ৪৫৬৭৮ ৫৬৭৮৯ ৬৭৮৯০(রসা,জী) ৭৮৯০১ ৮৯০১২ ১২৩৪৫ ২৩৪৫৬ *৩৪৫৬৭(রসা,প,গ) ৪৫৬৭৮ ৫৬৭৮৯ ৬৭৮৯০(রসা,জী) ৭৮৯০১ ৮৯০১২ ১২৩৪৫ ২৩৪৫৬ *৩৪৫৬৭(রসা,প,গ) ৪৫৬৭৮ ৫৬৭৮৯ ৬৭৮৯০(রসা,জী) ৭৮৯০১ ৮৯০১২ ১২৩৪৫ ২৩৪৫৬ *৩৪৫৬৭(রসা,প,গ) ৪৫৬৭৮ ৫৬৭৮৯ ৬৭৮৯০(রসা,জী) ৭৮৯০১ ৮৯০১২ ১২৩৪৫ ২৩৪৫৬ *৩৪৫৬৭(রসা,প,গ) ৪৫৬৭৮ ৫৬৭৮৯ ৬৭৮৯০(রসা,জী) ৭৮৯০১ ৮৯০১২ ১২৩৪৫ ২৩৪৫৬ *৩৪৫৬৭(রসা,প,গ) ৪৫৬৭৮ ৫৬৭৮৯ ৬৭৮৯০(রসা,জী) ৭৮৯০১ ৮৯০১২ ১২৩৪৫ ২৩৪৫৬ *৩৪৫৬৭(রসা,প,গ) ৪৫৬৭৮ ৫৬৭৮৯ ৬৭৮৯০(রসা,জী) ৭৮৯০১ ৮৯০১২ ১২৩৪৫ ২৩৪৫৬ *৩৪৫৬৭(রসা,প,গ) ৪৫৬৭৮ ৫৬৭৮৯ ৬৭৮৯০(রসা,জী) ৭৮৯০১ ৮৯০১২ ১২৩৪৫ ২৩৪৫৬ *৩৪৫৬৭(রসা,প,গ) ৪৫৬৭৮ ৫৬৭৮৯ ৬৭৮৯০(রসা,জী) ৭৮৯০১ ৮৯০১২ ১২৩৪৫ ২৩৪৫৬ *৩৪৫৬৭(রসা,প,গ) ৪৫৬৭৮ ৫৬৭৮৯ ৬৭৮৯০(রসা,জী) ৭৮৯০১ ৮৯০১২ ১২৩৪৫ ২৩৪৫৬ *৩৪৫৬৭(রসা,প,গ) ৪৫৬৭৮ ৫৬৭৮৯ ৬৭৮৯০(রসা,জী) ৭৮৯০১ ৮৯০১২ ১২৩৪৫ ২৩৪৫৬ *৩৪৫৬৭(রসা,প,গ) ৪৫৬৭৮ ৫৬৭৮৯ ৬৭৮৯০(রসা,জী) ৭৮৯০১ ৮৯০১২ ১২৩৪৫ ২৩৪৫৬ *৩৪৫৬৭(রসা,প,গ) ৪৫৬৭৮ ৫৬৭৮৯ ৬৭৮৯০(রসা,জী) ৭৮৯০১ ৮৯০১২ ১২৩৪৫ ২৩৪৫৬ *৩৪৫৬৭(রসা,প,গ) ৪৫৬৭৮ ৫৬৭৮৯ ৬৭৮৯০(রসা,জী) ৭৮৯০১ ৮৯০১২ ১২৩৪৫ ২৩৪৫৬ *৩৪৫৬৭(রসা,প,গ) ৪৫৬৭৮ ৫৬৭৮৯ ৬৭৮৯০(রসা,জী) ৭৮৯০১ ৮৯০১২ ১২৩৪৫ ২৩৪৫৬ *৩৪৫৬৭(রসা,প,গ) ৪৫৬৭৮ ৫৬৭৮৯ ৬৭৮৯০(রসা,জী) ৭৮৯০১ ৮৯০১২ ১২৩৪৫ ২৩৪৫৬ *৩৪৫৬৭(রসা,প,গ) ৪৫৬৭৮ ৫৬৭৮৯ ৬৭৮৯০(রসা,জী) ৭৮৯০১ ৮৯০১২ ১২৩৪৫ ২৩৪৫৬ *৩৪৫৬৭(রসা,প,গ) ৪৫৬৭৮ ৫৬৭৮৯ ৬৭৮৯০(রসা,জী) ৭৮৯০১ ৮৯০১২ ১২৩৪৫ ২৩৪৫৬ *৩৪৫৬৭(রসা,প,গ) ৪৫৬৭৮ ৫৬৭৮৯ ৬৭৮৯০(রসা,জী) ৭৮৯০১ ৮৯০১২ ১২৩৪৫ ২৩৪৫৬ *৩৪৫৬৭(রসা,প,গ) ৪৫৬৭৮ ৫৬৭৮৯ ৬৭৮৯০(রসা,জী) ৭৮৯০১ ৮৯০১২ ১২৩৪৫ ২৩৪৫৬ *৩৪৫৬৭(রসা,প,গ) ৪৫৬৭৮ ৫৬৭৮৯ ৬৭৮৯০(রসা,জী) ৭৮৯০১ ৮৯০১২ ১২৩৪৫ ২৩৪৫৬ *৩৪৫৬৭(রসা,প,গ) ৪৫৬৭৮ ৫৬৭৮৯ ৬৭৮৯০(রসা,জী) ৭৮৯০১ ৮৯০১২ ১২৩৪৫ ২৩৪৫৬ *৩৪৫৬৭(রসা,প,গ) ৪৫৬৭৮ ৫৬৭৮৯ ৬৭৮৯০(রসা,জী) ৭৮৯০১ ৮৯০১২ ১২৩৪৫ ২৩৪৫৬ *৩৪৫৬৭(রসা,প,গ) ৪৫৬৭৮ ৫৬৭৮৯ ৬৭৮৯০(রসা,জী) ৭৮৯০১ ৮৯০১২ ১২৩৪৫ ২৩৪৫৬ *৩৪৫৬৭(রসা,প,গ) ৪৫৬৭৮ ৫৬৭৮৯ ৬৭৮৯০(রসা,জী) ৭৮৯০১ ৮৯০১২ ১২৩৪৫ ২৩৪৫৬ *৩৪৫৬৭(রসা,প,গ) ৪৫৬৭৮ ৫৬৭৮৯ ৬৭৮৯০(রসা,জী) ৭৮৯০১ ৮৯০১২ ১২৩৪৫ ২৩৪৫৬ *৩৪৫৬৭(রসা,প,গ) ৪৫৬৭৮ ৫৬৭৮৯ ৬৭৮৯০(রসা,জী) ৭৮৯০১ ৮৯০১২ ১২৩৪৫ ২৩৪৫৬ *৩৪৫৬৭(রসা,প,গ) ৪৫৬৭৮ ৫৬৭৮৯ ৬৭৮৯০(রসা,জী) ৭৮৯০১ ৮৯০১২ ১২৩৪৫ ২৩৪৫৬ *৩৪৫৬৭(রসা,প,গ) ৪৫৬৭৮ ৫৬৭৮৯ ৬৭৮৯০(রসা,জী) ৭৮৯০১ ৮৯০১২ ১২৩৪৫ ২৩৪৫৬ *৩৪৫৬৭(রসা,প,গ) ৪৫৬৭৮ ৫৬৭৮৯ ৬৭৮৯০(রসা,জী) ৭৮৯০১ ৮৯০১২ ১২৩৪৫ ২৩৪৫৬ *৩৪৫৬৭(রসা,প,গ) ৪৫৬৭৮ ৫৬৭৮৯ ৬৭৮৯০(রসা,জী) ৭৮৯০১ ৮৯০১২ ১২৩৪৫ ২৩৪৫৬ *৩৪৫৬৭(রসা,প,গ) ৪৫৬৭৮ ৫৬৭৮৯ ৬৭৮৯০(রসা,জী) ৭৮৯০১ ৮৯০১২ ১২৩৪৫ ২৩৪৫৬ *৩৪৫৬৭(রসা,প,গ) ৪৫৬৭৮ ৫৬৭৮৯ ৬৭৮৯০(রসা,জী) ৭৮৯০১ ৮৯০১২ ১২৩৪৫ ২৩৪৫৬ *৩৪৫৬৭(রসা,প,গ) ৪৫৬৭৮ ৫৬৭৮৯ ৬৭৮৯০(রসা,জী) ৭৮৯০১ ৮৯০১২ ১২৩৪৫ ২৩৪৫৬ *৩৪৫৬৭(রসা,প,গ) ৪৫৬৭৮ ৫৬৭৮৯ ৬৭৮৯০(রসা,জী) ৭৮৯০১ ৮৯০১২ ১২৩৪৫ ২৩৪৫৬ *৩৪৫৬৭(রসা,প,গ) ৪৫৬৭৮ ৫৬৭৮৯ ৬৭৮৯০(রসা,জী) ৭৮৯০১ ৮৯০১২ ১২৩৪৫ ২৩৪৫৬ *৩৪৫৬৭(রসা,প,গ) ৪৫৬৭৮ ৫৬৭৮৯ ৬৭৮৯০(রসা,জী) ৭৮৯০১ ৮৯০১২ ১২৩৪৫ ২৩৪৫৬ *৩৪৫৬৭(রসা,প,গ) ৪৫৬৭৮ ৫৬৭৮৯ ৬৭৮৯০(রসা,জী) ৭৮৯০১ ৮৯০১২ ১২৩৪৫ ২৩৪৫৬ *৩৪৫৬৭(রসা,প,গ) ৪৫৬৭৮ ৫৬৭৮৯ ৬৭৮৯০(রসা,জী) ৭৮৯০১ ৮৯০১২ ১২৩৪৫ ২৩৪৫৬ *৩৪৫৬৭(রসা,প,গ) ৪৫৬৭৮ ৫৬৭৮৯ ৬৭৮৯০(রসা,জী) ৭৮৯০১ ৮৯০১২ ১২৩৪৫ ২৩৪৫৬ *৩৪৫৬৭(রসা,প,গ) ৪৫৬৭৮ ৫৬৭৮৯ ৬৭৮৯০(রসা,জী) ৭৮৯০১ ৮৯০১২ ১২৩৪৫ ২৩৪৫৬ *৩৪৫৬৭(রসা,প,গ) ৪৫৬৭৮ ৫৬৭৮৯ ৬৭৮৯০(রসা,জী) ৭৮৯০১ ৮৯০১২ ১২৩৪৫ ২৩৪৫৬ *৩৪৫৬৭(রসা,প,গ) ৪৫৬৭৮ ৫৬৭৮৯ ৬৭৮৯০(রসা,জী) ৭৮৯০১ ৮৯০১২ ১২৩৪৫ ২৩৪৫৬ *৩৪৫৬৭(রসা,প,গ) ৪৫৬৭৮ ৫৬৭৮৯ ৬৭৮৯০(রসা,জী) ৭৮৯০১ ৮৯০১২ ১২৩৪৫ ২৩৪৫৬ *৩৪৫৬৭(রসা,প,গ) ৪৫৬৭৮ ৫৬৭৮৯ ৬৭৮৯০(রসা,জী) ৭৮৯০১ ৮৯০১২ ১২৩৪৫ ২৩৪৫৬ *৩৪৫৬৭(রসা,প,গ) ৪৫৬৭৮ ৫৬৭৮৯ ৬৭৮৯০(রসা,জী) ৭৮৯০১ ৮৯০১২ ১২৩৪৫ ২৩৪৫৬ *৩৪৫৬৭(রসা,প,গ) ৪৫৬৭৮ ৫৬৭৮৯ ৬৭৮৯০(রসা,জী) ৭৮৯০১ ৮৯০১২ ১২৩৪৫ ২৩৪৫৬ *৩৪৫৬৭(রসা,প,গ) ৪৫৬৭৮ ৫৬৭৮৯ ৬৭৮৯০(রসা,জী) ৭৮৯০১ ৮৯০১২ ১২৩৪৫ ২৩৪৫৬ *৩৪৫৬৭(রসা,প,গ) ৪৫৬৭৮ ৫৬৭৮৯ ৬৭৮৯০(রসা,জী) ৭৮৯০১ ৮৯০১২ ১২৩৪৫ ২৩৪৫৬ *৩৪৫৬৭(রসা,প,গ) ৪৫৬৭৮ ৫৬৭৮৯ ৬৭৮৯০(রসা,জী) ৭৮৯০১ ৮৯০১২ ১২৩৪৫ ২৩৪৫৬ *৩৪৫৬৭(রসা,প,গ) ৪৫৬৭৮ ৫৬৭৮৯ ৬৭৮৯০(রসা,জী) ৭৮৯০১ ৮৯০১২ ১২৩৪৫ ২৩৪৫৬ *৩৪৫৬৭(রসা,প,গ) ৪৫৬৭৮ ৫৬৭৮৯ ৬৭৮৯০(রসা,জী) ৭৮৯০১ ৮৯০১২ ১২৩৪৫ ২৩৪৫৬ *৩৪৫৬৭(রসা,প,গ) ৪৫৬৭৮ ৫৬৭৮৯ ৬৭৮৯০(রসা,জী) ৭৮৯০১ ৮৯০১২ ১২৩৪৫ ২৩৪৫৬ *৩৪৫৬৭(রসা,প,গ) ৪৫৬৭৮ ৫৬৭৮৯ ৬৭৮৯০(রসা,জী) ৭৮৯০১ ৮৯০১২ ১২৩৪৫ ২৩৪৫৬ *৩৪৫৬৭(রসা,প,গ) ৪৫৬৭৮ ৫৬৭৮৯ ৬৭৮৯০(রসা,জী) ৭৮৯০১ ৮৯০১২ ১২৩৪৫ ২৩৪৫৬ *৩৪৫৬৭(রসা,প,গ) ৪৫৬৭৮ ৫৬৭৮৯ ৬৭৮৯০(রসা,জী) ৭৮৯০১ ৮৯০১২ ১২৩৪৫ ২৩৪৫৬ *৩৪৫৬৭(রসা,প,গ) ৪৫৬৭৮ ৫৬৭৮৯ ৬৭৮৯০(রসা,জী) ৭৮৯০১ ৮৯০১২ ১২৩৪৫ ২৩৪৫৬ *৩৪৫৬৭(রসা,প,গ) ৪৫৬৭৮ ৫৬৭৮৯ ৬৭৮৯০(রসা,জী) ৭৮৯০১ ৮৯০১২ ১২৩৪৫ ২৩৪৫৬ *৩৪৫৬৭(রসা,প,গ) ৪৫৬৭৮ ৫৬৭৮৯ ৬৭৮৯০(রসা,জী) ৭৮৯০১ ৮৯০১২ ১২৩৪৫ ২৩৪৫৬ *৩৪৫৬৭(রসা,প,গ) ৪৫৬৭৮ ৫৬৭৮৯ ৬৭৮৯০(রসা,জী) ৭৮৯০১ ৮৯০১২ ১২৩৪৫ ২৩৪৫৬ *৩৪৫৬৭(রসা,প,গ) ৪৫৬৭৮ ৫৬৭৮৯ ৬৭৮৯০(রসা,জী) ৭৮৯০১ ৮৯০১২ ১২৩৪৫ ২৩৪৫৬ *৩৪৫৬৭(রসা,প,গ) ৪৫৬৭৮ ৫৬৭৮৯ ৬৭৮৯০(রসা,জী) ৭৮৯০১ ৮৯০১২ ১২৩৪৫ ২৩৪৫৬ *৩৪৫৬৭(রসা,প,গ) ৪৫৬৭৮ ৫৬৭৮৯ ৬৭৮৯০(রসা,জী) ৭৮৯০১ ৮৯০১২ ১২৩৪৫ ২৩৪৫৬ *৩৪৫৬৭(রসা,প,গ) ৪৫৬৭৮ ৫৬৭৮৯ ৬৭৮৯০(রসা,জী) ৭৮৯০১ ৮৯০১২ ১২৩৪৫ ২৩৪৫৬ *৩৪৫৬৭(রসা,প,গ) ৪৫৬৭৮ ৫৬৭৮৯ ৬৭৮৯০(রসা,জী) ৭৮৯০১ ৮৯০১২ ১২৩৪৫ ২৩৪৫৬ *৩৪৫৬৭(রসা,প,গ) ৪৫৬৭৮ ৫৬৭৮৯ ৬৭৮৯০(রসা,জী) ৭৮৯০১ ৮৯০১২ ১২৩৪৫ ২৩৪৫৬ *৩৪৫৬৭(রসা,প,গ) ৪৫৬৭৮ ৫৬৭৮৯ ৬৭৮৯০(রসা,জী) ৭৮৯০১ ৮৯০১২ ১২৩৪৫ ২৩৪৫৬ *৩৪৫৬৭(রসা,প,গ) ৪৫৬৭৮ ৫৬৭৮৯ ৬৭৮৯০(রসা,জী) ৭৮৯০১ ৮৯০১২ ১২৩৪৫ ২৩৪৫৬ *৩৪৫৬৭(রসা,প,গ) ৪৫৬৭৮ ৫৬৭৮৯ ৬৭৮৯০(রসা,জী) ৭৮৯০১ ৮৯০১২ ১২৩৪৫ ২৩৪৫৬ *৩৪৫৬৭(রসা,প,গ) ৪৫৬৭৮ ৫৬৭৮৯ ৬৭৮৯০(রসা,জী) ৭৮৯০১ ৮৯০১২ ১২৩৪৫ ২৩৪৫৬ *৩৪৫৬৭(রসা,প,গ) ৪৫৬৭৮ ৫৬৭৮৯ ৬৭৮৯০(রসা,জী) ৭৮৯০১ ৮৯০১২ ১২৩৪৫ ২৩৪৫৬ *৩৪৫৬৭(রসা,প,গ) ৪৫৬৭৮ ৫৬৭৮৯ ৬৭৮৯০(রসা,জী) ৭৮৯০১ ৮৯০১২ ১২৩৪৫ ২৩৪৫৬ *৩৪৫৬৭(রসা,প,গ) ৪৫৬৭৮ ৫৬৭৮৯ ৬৭৮৯০(রসা,জী) ৭৮৯০১ ৮৯০১২ ১২৩৪৫ ২৩৪৫৬ *৩৪৫৬৭(রসা,প,গ) ৪৫৬৭৮ ৫৬৭৮৯ ৬৭৮৯০(রসা,জী) ৭৮৯০১ ৮৯০১২ ১২৩৪৫ ২৩৪৫৬ *৩৪৫৬৭(রসা,প,গ) ৪৫৬৭৮ ৫৬৭৮৯ ৬৭৮৯০(রসা,জী) ৭৮৯০১ ৮৯০১২ ১২৩৪৫ ২৩৪৫৬ *৩৪৫৬৭(রসা,প,গ) ৪৫৬৭৮ ৫৬৭৮৯ ৬৭৮৯০(রসা,জী) ৭৮৯০১ ৮৯০১২ ১২৩৪৫ ২৩৪৫৬ *৩৪৫৬৭(রসা,প,গ) ৪৫৬৭৮ ৫৬৭৮৯ ৬৭৮৯০(রসা,জী) ৭৮৯০১ ৮৯০১২ ১২৩৪৫ ২৩৪৫৬ *৩৪৫৬৭(রসা,প,গ) ৪৫৬৭৮ ৫৬৭৮৯ ৬৭৮৯০(রসা,জী) ৭৮৯০১ ৮৯০১২ ১২৩৪৫ ২৩৪৫৬ *৩৪৫৬৭(রসা,প,গ) ৪৫৬৭৮ ৫৬৭৮৯ ৬৭৮৯০(রসা,জী) ৭৮৯০১ ৮৯০১২ ১২৩৪৫ ২৩৪৫৬ *৩৪৫৬৭(রসা,প,গ) ৪৫৬৭৮ ৫৬৭৮৯ ৬৭৮৯০(রসা,জী) ৭৮৯০১ ৮৯০১২ ১২৩৪৫ ২৩৪৫৬ *৩৪৫৬৭(রসা,প,গ) ৪৫৬৭৮ ৫৬৭৮৯ ৬৭৮৯০(রসা,জী) ৭৮৯০১ ৮৯০১২ ১২৩৪৫ ২৩৪৫৬ *৩৪৫৬৭(রসা,প,গ) ৪৫৬৭৮ ৫৬৭৮৯ ৬৭৮৯০(রসা,জী) ৭৮৯০১ ৮৯০১২ ১২৩৪৫ ২৩৪৫৬ *৩৪৫৬৭(রসা,প,গ) ৪৫৬৭৮ ৫৬৭৮৯ ৬৭৮৯০(রসা,জী) ৭৮৯০১ ৮৯০১২ ১২৩৪৫ ২৩৪৫৬ *৩৪৫৬৭(রসা,প,গ) ৪৫৬৭৮ ৫৬৭৮৯ ৬৭৮৯০(রসা,জী) ৭৮৯০১ ৮৯০১২ ১২৩৪৫ ২৩৪৫৬ *৩৪৫৬৭(রসা,প,গ) ৪৫৬৭৮ ৫৬৭৮৯ ৬৭৮৯০(রসা,জী) ৭৮৯০১ ৮৯০১২ ১২৩৪৫ ২৩৪৫৬ *৩৪৫৬৭(রসা,প,গ) ৪৫৬৭৮ ৫৬৭৮৯ ৬৭৮৯০(রসা,জী) ৭৮৯০১ ৮৯০১২ ১২৩৪৫ ২৩৪৫৬ *৩৪৫৬৭(রসা,প,গ) ৪৫৬৭৮ ৫৬৭৮৯ ৬৭৮৯০(রসা,জী) ৭৮৯০১ ৮৯০১২ ১২৩৪৫ ২৩৪৫৬ *৩৪৫৬৭(রসা,প,গ) ৪৫৬৭৮ ৫৬৭৮৯ ৬৭৮৯০(রসা,জী) ৭৮৯০১ ৮৯০১২ ১২৩৪৫ ২৩৪৫৬ *৩৪৫৬৭(রসা,প,গ) ৪৫৬৭৮ ৫৬৭৮৯ ৬৭৮৯০(রসা,জী) ৭৮৯০১ ৮৯০১২ ১২৩৪৫ ২৩৪৫৬ *৩৪৫৬৭(রসা,প,গ) ৪৫৬৭৮ ৫৬৭৮৯ ৬৭৮৯০(রসা,জী) ৭৮৯০১ ৮৯০১২ ১২৩৪৫ ২৩৪৫৬ *৩৪৫৬৭(রসা,প,গ) ৪৫৬৭৮ ৫৬৭৮৯ ৬৭৮৯০(রসা,জী) ৭৮৯০১ ৮৯০১২ ১২৩৪৫ ২৩৪৫৬ *৩৪৫৬৭(রসা,প,গ) ৪৫৬৭৮ ৫৬৭৮৯ ৬৭৮৯০(রসা,জী) ৭৮৯০১ ৮৯০১২ ১২৩৪৫ ২৩৪৫৬ *৩৪৫৬৭(রসা,প,গ) ৪৫৬৭৮ ৫৬৭৮৯ ৬৭৮৯০(রসা,জী) ৭৮৯০১ ৮৯০১২ ১২৩৪৫ ২৩৪৫৬ *৩৪৫৬৭(রসা,প,গ) ৪৫৬৭৮ ৫৬৭৮৯ ৬৭৮৯০(রসা,জী) ৭৮৯০১ ৮৯০১২ ১২৩৪৫ ২৩৪৫৬ *৩৪৫৬৭(রসা,প,গ) ৪৫৬৭৮ ৫৬৭৮৯ ৬৭৮৯০(রসা,জী) ৭৮৯০১ ৮৯০১২ ১২৩৪৫ ২৩৪৫৬ *৩৪৫৬৭(রসা,প,গ) ৪৫৬৭৮ ৫৬৭৮৯ ৬৭৮৯০(রসা,জী) ৭৮৯০১ ৮৯০১২ ১২৩৪৫ ২৩৪৫৬ *৩৪৫৬৭(রসা,প,গ) ৪৫৬৭৮ ৫৬৭৮৯ ৬৭৮৯০(রসা,জী) ৭৮৯০১ ৮৯০১২ ১২৩৪৫ ২৩৪৫৬ *৩৪৫৬৭(রসা,প,গ) ৪৫৬৭৮ ৫৬৭৮৯ ৬৭৮৯০(রসা,জী) ৭৮৯০১ ৮৯০১২ ১২৩৪৫ ২৩৪৫৬ *৩৪৫৬৭(রসা,প,গ) ৪৫৬৭৮ ৫৬৭৮৯ ৬৭৮৯০(রসা,জী) ৭৮৯০১ ৮৯০১২ ১২৩৪৫ ২৩৪৫৬ *৩৪৫৬৭(রসা,প,গ) ৪৫৬৭৮ ৫৬৭৮৯ ৬৭৮৯০(রসা,জী) ৭৮৯০১ ৮৯০১২ ১২৩৪৫ ২৩৪৫৬ *৩৪৫৬৭(রসা,প,গ) ৪৫৬৭৮ ৫৬৭৮৯ ৬৭৮৯০(রসা,জী) ৭৮৯০১ ৮৯০১২ ১২৩৪৫ ২৩৪৫৬ *৩৪৫৬৭(রসা,প,গ) ৪৫৬৭৮ ৫৬৭৮৯ ৬৭৮৯০(রসা,জী) ৭৮৯০১ ৮৯০১২ ১২৩৪৫ ২৩৪৫৬ *৩৪৫৬৭(রসা,প,গ) ৪৫৬৭৮ ৫৬৭৮৯ ৬৭৮৯০(রসা,জী) ৭৮৯০১ ৮৯০১২ ১২৩৪৫ ২৩৪৫৬ *৩৪৫৬৭(রসা,প,গ) ৪৫৬৭৮ ৫৬৭৮৯ ৬৭৮৯০(রসা,জী) ৭৮৯০১ ৮৯০১২ ১২৩৪৫ ২৩৪৫৬ *৩৪৫৬৭(রসা,প,গ) ৪৫৬৭৮ ৫৬৭৮৯ ৬৭৮৯০(রসা,জী) ৭৮৯০১ ৮৯০১২ ১২৩৪৫ ২৩৪৫৬ *৩৪৫৬৭(রসা,প,গ) ৪৫৬৭৮ ৫৬৭৮৯ ৬৭৮৯০(রসা,জী) ৭৮৯০১ ৮৯০১২ ১২৩৪৫ ২৩৪৫৬ *৩৪৫৬৭(রসা,প,গ) ৪৫৬৭৮ ৫৬৭৮৯ ৬৭৮৯০(রসা,জী) ৭৮৯০১ ৮৯০১২ ১২৩৪৫ ২৩৪৫৬ *৩৪৫৬৭(রসা,প,গ) ৪৫৬৭৮ ৫৬৭৮৯ ৬৭৮৯০(রসা,জী) ৭৮৯০১ ৮৯০১২ ১২৩৪৫ ২৩৪৫৬ *৩৪৫৬৭(রসা,প,গ) ৪৫৬৭৮ ৫৬৭৮৯ ৬৭: [14, 145, 276, 920]
- college-name: আদমজী ক্যান্টনমেন্ট কলেজ: [286, 1354, 371, 1364]
- college-name: হলিক্রস কলেজ, ঢাকা: [838, 562, 904, 572]
- college-name: ঢাকা সিটি কলেজ, ঢাকা: [286, 96, 359, 105]
- roll-number-listing: ১২৩৪৫ ২৩৪৫৬ *৩৪৫৬৭(রসা,প,গ) ৪৫৬৭৮ ৫৬৭৮৯ ৬৭৮৯০(রসা,জী) ৭৮৯০১ ৮৯০১২ ১২৩৪৫ ২৩৪৫৬ *৩৪৫৬৭(রসা,প,গ) ৪৫৬৭৮ ৫৬৭৮৯ ৬৭৮৯০(রসা,জী) ৭৮৯০১ ৮৯০১২ ১২৩৪৫ ২৩৪৫৬ *৩৪৫৬৭(রসা,প,গ) ৪৫৬৭৮ ৫৬৭৮৯ ৬৭৮৯০(রসা,জী) ৭৮৯০১ ৮৯০১২ ১২৩৪৫ ২৩৪৫৬ *৩৪৫৬৭(রসা,প,গ) ৪৫৬৭৮ ৫৬৭৮৯ ৬৭৮৯০(রসা,জী) ৭৮৯০১ ৮৯০১২ ১২৩৪৫ ২৩৪৫৬ *৩৪৫৬৭(রসা,প,গ) ৪৫৬৭৮ ৫৬৭৮৯ ৬৭৮৯০(রসা,জী) ৭৮৯০১ ৮৯০১২ ১২৩৪৫ ২৩৪৫৬ *৩৪৫৬৭(রসা,প,গ) ৪৫৬৭৮ ৫৬৭৮৯ ৬৭৮৯০(রসা,জী) ৭৮৯০১ ৮৯০১২ ১২৩৪৫ ২৩৪৫৬ *৩৪৫৬৭(রসা,প,গ) ৪৫৬৭৮ ৫৬৭৮৯ ৬৭৮৯০(রসা,জী) ৭৮৯০১ ৮৯০১২ ১২৩৪৫ ২৩৪৫৬ *৩৪৫৬৭(রসা,প,গ) ৪৫৬৭৮ ৫৬৭৮৯ ৬৭৮৯০(রসা,জী) ৭৮৯০১ ৮৯০১২ ১২৩৪৫ ২৩৪৫৬ *৩৪৫৬৭(রসা,প,গ) ৪৫৬৭৮ ৫৬৭৮৯ ৬৭৮৯০(রসা,জী) ৭৮৯০১ ৮৯০১২ ১২৩৪৫ ২৩৪৫৬ *৩৪৫৬৭(রসা,প,গ) ৪৫৬৭৮ ৫৬৭৮৯ ৬৭৮৯০(রসা,জী) ৭৮৯০১ ৮৯০১২ ১২৩৪৫ ২৩৪৫৬ *৩৪৫৬৭(রসা,প,গ) ৪৫৬৭৮ ৫৬৭৮৯ ৬৭৮৯০(রসা,জী) ৭৮৯০১ ৮৯০১২ ১২৩৪৫ ২৩৪৫৬ *৩৪৫৬৭(রসা,প,গ) ৪৫৬৭৮ ৫৬৭৮৯ ৬৭৮৯০(রসা,জী) ৭৮৯০১ ৮৯০১২ ১২৩৪৫ ২৩৪৫৬ *৩৪৫৬৭(রসা,প,গ) ৪৫৬৭৮ ৫৬৭৮৯ ৬৭৮৯০(রসা,জী) ৭৮৯০১ ৮৯০১২ ১২৩৪৫ ২৩৪৫৬ *৩৪৫৬৭(রসা,প,গ) ৪৫৬৭৮ ৫৬৭৮৯ ৬৭৮৯০(রসা,জী) ৭৮৯০১ ৮৯০১২ ১২৩৪৫ ২৩৪৫৬ *৩৪৫৬৭(রসা,প,গ) ৪৫৬৭৮ ৫৬৭৮৯ ৬৭৮৯০(রসা,জী) ৭৮৯০১ ৮৯০১২ ১২৩৪৫ ২৩৪৫৬ *৩৪৫৬৭(রসা,প,গ) ৪৫৬৭৮ ৫৬৭৮৯ ৬৭৮৯০(রসা,জী) ৭৮৯০১ ৮৯০১২ ১২৩৪৫ ২৩৪৫৬ *৩৪৫৬৭(রসা,প,গ) ৪৫৬৭৮ ৫৬৭৮৯ ৬৭৮৯০(রসা,জী) ৭৮৯০১ ৮৯০১২ ১২৩৪৫ ২৩৪৫৬ *৩৪৫৬৭(রসা,প,গ) ৪৫৬৭৮ ৫৬৭৮৯ ৬৭৮৯০(রসা,জী) ৭৮৯০১ ৮৯০১২ ১২৩৪৫ ২৩৪৫৬ *৩৪৫৬৭(রসা,প,গ) ৪৫৬৭৮ ৫৬৭৮৯ ৬৭৮৯০(রসা,জী) ৭৮৯০১ ৮৯০১২ ১২৩৪৫ ২৩৪৫৬ *৩৪৫৬৭(রসা,প,গ) ৪৫৬৭৮ ৫৬৭৮৯ ৬৭৮৯০(রসা,জী) ৭৮৯০১ ৮৯০১২ ১২৩৪৫ ২৩৪৫৬ *৩৪৫৬৭(রসা,প,গ) ৪৫৬৭৮ ৫৬৭৮৯ ৬৭৮৯০(রসা,জী) ৭৮৯০১ ৮৯০১২ ১২৩৪৫ ২৩৪৫৬ *৩৪৫৬৭(রসা,প,গ) ৪৫৬৭৮ ৫৬৭৮৯ ৬৭৮৯০(রসা,জী) ৭৮৯০১ ৮৯০১২ ১২৩৪৫ ২৩৪৫৬ *৩৪৫৬৭(রসা,প,গ) ৪৫৬৭৮ ৫৬৭৮৯ ৬৭৮৯০(রসা,জী) ৭৮৯০১ ৮৯০১২ ১২৩৪৫ ২৩৪৫৬ *৩৪৫৬৭(রসা,প,গ) ৪৫৬৭৮ ৫৬৭৮৯ ৬৭৮৯০(রসা,জী) ৭৮৯০১ ৮৯০১২ ১২৩৪৫ ২৩৪৫৬ *৩৪৫৬৭(রসা,প,গ) ৪৫৬৭৮ ৫৬৭৮৯ ৬৭৮৯০(রসা,জী) ৭৮৯০১ ৮৯০১২ ১২৩৪৫ ২৩৪৫৬ *৩৪৫৬৭(রসা,প,গ) ৪৫৬৭৮ ৫৬৭৮৯ ৬৭৮৯০(রসা,জী) ৭৮৯০১ ৮৯০১২ ১২৩৪৫ ২৩৪৫৬ *৩৪৫৬৭(রসা,প,গ) ৪৫৬৭৮ ৫৬৭৮৯ ৬৭৮৯০(রসা,জী) ৭৮৯০১ ৮৯০১২ ১২৩৪৫ ২৩৪৫৬ *৩৪৫৬৭(রসা,প,গ) ৪৫৬৭৮ ৫৬৭৮৯ ৬৭৮৯০(রসা,জী) ৭৮৯০১ ৮৯০১২ ১২৩৪৫ ২৩৪৫৬ *৩৪৫৬৭(রসা,প,গ) ৪৫৬৭৮ ৫৬৭৮৯ ৬৭৮৯০(রসা,জী) ৭৮৯০১ ৮৯০১২ ১২৩৪৫ ২৩৪৫৬ *৩৪৫৬৭(রসা,প,গ) ৪৫৬৭৮ ৫৬৭৮৯ ৬৭৮৯০(রসা,জী) ৭৮৯০১ ৮৯০১২ ১২৩৪৫ ২৩৪৫৬ *৩৪৫৬৭(রসা,প,গ) ৪৫৬৭৮ ৫৬৭৮৯ ৬৭৮৯০(রসা,জী) ৭৮৯০১ ৮৯০১২ ১২৩৪৫ ২৩৪৫৬ *৩৪৫৬৭(রসা,প,গ) ৪৫৬৭৮ ৫৬৭৮৯ ৬৭৮৯০(রসা,জী) ৭৮৯০১ ৮৯০১২ ১২৩৪৫ ২৩৪৫৬ *৩৪৫৬৭(রসা,প,গ) ৪৫৬৭৮ ৫৬৭৮৯ ৬৭৮৯০(রসা,জী) ৭৮৯০১ ৮৯০১২ ১২৩৪৫ ২৩৪৫৬ *৩৪৫৬৭(রসা,প,গ) ৪৫৬৭৮ ৫৬৭৮৯ ৬৭৮৯০(রসা,জী) ৭৮৯০১ ৮৯০১২ ১২৩৪৫ ২৩৪৫৬ *৩৪৫৬৭(রসা,প,গ) ৪৫৬৭৮ ৫৬৭৮৯ ৬৭৮৯০(রসা,জী) ৭৮৯০১ ৮৯০১২ ১২৩৪৫ ২৩৪৫৬ *৩৪৫৬৭(রসা,প,গ) ৪৫৬৭৮ ৫৬৭৮৯ ৬৭৮৯০(রসা,জী) ৭৮৯০১ ৮৯০১২ ১২৩৪৫ ২৩৪৫৬ *৩৪৫৬৭(রসা,প,গ) ৪৫৬৭৮ ৫৬৭৮৯ ৬৭৮৯০(রসা,জী) ৭৮৯০১ ৮৯০১২ ১২৩৪৫ ২৩৪৫৬ *৩৪৫৬৭(রসা,প,গ) ৪৫৬৭৮ ৫৬৭৮৯ ৬৭৮৯০(রসা,জী) ৭৮৯০১ ৮৯০১২ ১২৩৪৫ ২৩৪৫৬ *৩৪৫৬৭(রসা,প,গ) ৪৫৬৭৮ ৫৬৭৮৯ ৬৭৮৯০(রসা,জী) ৭৮৯০১ ৮৯০১২ ১২৩৪৫ ২৩৪৫৬ *৩৪৫৬৭(রসা,প,গ) ৪৫৬৭৮ ৫৬৭৮৯ ৬৭৮৯০(রসা,জী) ৭৮৯০১ ৮৯০১২ ১২৩৪৫ ২৩৪৫৬ *৩৪৫৬৭(রসা,প,গ) ৪৫৬৭৮ ৫৬৭৮৯ ৬৭৮৯০(রসা,জী) ৭৮৯০১ ৮৯০১২ ১২৩৪৫ ২৩৪৫৬ *৩৪৫৬৭(রসা,প,গ) ৪৫৬৭৮ ৫৬৭৮৯ ৬৭৮৯০(রসা,জী) ৭৮৯০১ ৮৯০১২ ১২৩৪৫ ২৩৪৫৬ *৩৪৫৬৭(রসা,প,গ) ৪৫৬৭৮ ৫৬৭৮৯ ৬৭৮৯০(রসা,জী) ৭৮৯০১ ৮৯০১২ ১২৩৪৫ ২৩৪৫৬ *৩৪৫৬৭(রসা,প,গ) ৪৫৬৭৮ ৫৬৭৮৯ ৬৭৮৯০(রসা,জী) ৭৮৯০১ ৮৯০১২ ১২৩৪৫ ২৩৪৫৬ *৩৪৫৬৭(রসা,প,গ) ৪৫৬৭৮ ৫৬৭৮৯ ৬৭৮৯০(রসা,জী) ৭৮৯০১ ৮৯০১২ ১২৩৪৫ ২৩৪৫৬ *৩৪৫৬৭(রসা,প,গ) ৪৫৬৭৮ ৫৬৭৮৯ ৬৭৮৯০(রসা,জী) ৭৮৯০১ ৮৯০১২ ১২৩৪৫ ২৩৪৫৬ *৩৪৫৬৭(রসা,প,গ) ৪৫৬৭৮ ৫৬৭৮৯ ৬৭৮৯০(রসা,জী) ৭৮৯০১ ৮৯০১২ ১২৩৪৫ ২৩৪৫৬ *৩৪৫৬৭(রসা,প,গ) ৪৫৬৭৮ ৫৬৭৮৯ ৬৭৮৯০(রসা,জী) ৭৮৯০১ ৮৯০১২ ১২৩৪৫ ২৩৪৫৬ *৩৪৫৬৭(রসা,প,গ) ৪৫৬৭৮ ৫৬৭৮৯ ৬৭৮৯০(রসা,জী) ৭৮৯০১ ৮৯০১২ ১২৩৪৫ ২৩৪৫৬ *৩৪৫৬৭(রসা,প,গ) ৪৫৬৭৮ ৫৬৭৮৯ ৬৭৮৯০(রসা,জী) ৭৮৯০১ ৮৯০১২ ১২৩৪৫ ২৩৪৫৬ *৩৪৫৬৭(রসা,প,গ) ৪৫৬৭৮ ৫৬৭৮৯ ৬৭৮৯০(রসা,জী) ৭৮৯০১ ৮৯০১২ ১২৩৪৫ ২৩৪৫৬ *৩৪৫৬৭(রসা,প,গ) ৪৫৬৭৮ ৫৬৭৮৯ ৬৭৮৯০(রসা,জী) ৭৮৯০১ ৮৯০১২ ১২৩৪৫ ২৩৪৫৬ *৩৪৫৬৭(রসা,প,গ) ৪৫৬৭৮ ৫৬৭৮৯ ৬৭৮৯০(রসা,জী) ৭৮৯০১ ৮৯০১২ ১২৩৪৫ ২৩৪৫৬ *৩৪৫৬৭(রসা,প,গ) ৪৫৬৭৮ ৫৬৭৮৯ ৬৭৮৯০(রসা,জী) ৭৮৯০১ ৮৯০১২ ১২৩৪৫ ২৩৪৫৬ *৩৪৫৬৭(রসা,প,গ) ৪৫৬৭৮ ৫৬৭৮৯ ৬৭৮৯০(রসা,জী) ৭৮৯০১ ৮৯০১২ ১২৩৪৫ ২৩৪৫৬ *৩৪৫৬৭(রসা,প,গ) ৪৫৬৭৮ ৫৬৭৮৯ ৬৭৮৯০(রসা,জী) ৭৮৯০১ ৮৯০১২ ১২৩৪৫ ২৩৪৫৬ *৩৪৫৬৭(রসা,প,গ) ৪৫৬৭৮ ৫৬৭৮৯ ৬৭৮৯০(রসা,জী) ৭৮৯০১ ৮৯০১২ ১২৩৪৫ ২৩৪৫৬ *৩৪৫৬৭(রসা,প,গ) ৪৫৬৭৮ ৫৬৭৮৯ ৬৭৮৯০(রসা,জী) ৭৮৯০১ ৮৯০১২ ১২৩৪৫ ২৩৪৫৬ *৩৪৫৬৭(রসা,প,গ) ৪৫৬৭৮ ৫৬৭৮৯ ৬৭৮৯০(রসা,জী) ৭৮৯০১ ৮৯০১২ ১২৩৪৫ ২৩৪৫৬ *৩৪৫৬৭(রসা,প,গ) ৪৫৬৭৮ ৫৬৭৮৯ ৬৭৮৯০(রসা,জী) ৭৮৯০১ ৮৯০১২ ১২৩৪৫ ২৩৪৫৬ *৩৪৫৬৭(রসা,প,গ) ৪৫৬৭৮ ৫৬৭৮৯ ৬৭৮৯০(রসা,জী) ৭৮৯০১ ৮৯০১২ ১২৩৪৫ ২৩৪৫৬ *৩৪৫৬৭(রসা,প,গ) ৪৫৬৭৮ ৫৬৭৮৯ ৬৭৮৯০(রসা,জী) ৭৮৯০১ ৮৯০১২ ১২৩৪৫ ২৩৪৫৬ *৩৪৫৬৭(রসা,প,গ) ৪৫৬৭৮ ৫৬৭৮৯ ৬৭৮৯০(রসা,জী) ৭৮৯০১ ৮৯০১২ ১২৩৪৫ ২৩৪৫৬ *৩৪৫৬৭(রসা,প,গ) ৪৫৬৭৮ ৫৬৭৮৯ ৬৭৮৯০(রসা,জী) ৭৮৯০১ ৮৯০১২ ১২৩৪৫ ২৩৪৫৬ *৩৪৫৬৭(রসা,প,গ) ৪৫৬৭৮ ৫৬৭৮৯ ৬৭৮৯০(রসা,জী) ৭৮৯০১ ৮৯০১২ ১২৩৪৫ ২৩৪৫৬ *৩৪৫৬৭(রসা,প,গ) ৪৫৬৭৮ ৫৬৭৮৯ ৬৭৮৯০(রসা,জী) ৭৮৯০১ ৮৯০১২ ১২৩৪৫ ২৩৪৫৬ *৩৪৫৬৭(রসা,প,গ) ৪৫৬৭৮ ৫৬৭৮৯ ৬৭৮৯০(রসা,জী) ৭৮৯০১ ৮৯০১২ ১২৩৪৫ ২৩৪৫৬ *৩৪৫৬৭(রসা,প,গ) ৪৫৬৭৮ ৫৬৭৮৯ ৬৭৮৯০(রসা,জী) ৭৮৯০১ ৮৯০১২ ১২৩৪৫ ২৩৪৫৬ *৩৪৫৬৭(রসা,প,গ) ৪৫৬৭৮ ৫৬৭৮৯ ৬৭৮৯০(রসা,জী) ৭৮৯০১ ৮৯০১২ ১২৩৪৫ ২৩৪৫৬ *৩৪৫৬৭(রসা,প,গ) ৪৫৬৭৮ ৫৬৭৮৯ ৬৭৮৯০(রসা,জী) ৭৮৯০১ ৮৯০১২ ১২৩৪৫ ২৩৪৫৬ *৩৪৫৬৭(রসা,প,গ) ৪৫৬৭৮ ৫৬৭৮৯ ৬৭৮৯০(রসা,জী) ৭৮৯০১ ৮৯০১২ ১২৩৪৫ ২৩৪৫৬ *৩৪৫৬৭(রসা,প,গ) ৪৫৬৭৮ ৫৬৭৮৯ ৬৭৮৯০(রসা,জী) ৭৮৯০১ ৮৯০১২ ১২৩৪৫ ২৩৪৫৬ *৩৪৫৬৭(রসা,প,গ) ৪৫৬৭৮ ৫৬৭৮৯ ৬৭৮৯০(রসা,জী) ৭৮৯০১ ৮৯০১২ ১২৩৪৫ ২৩৪৫৬ *৩৪৫৬৭(রসা,প,গ) ৪৫৬৭৮ ৫৬৭৮৯ ৬৭৮৯০(রসা,জী) ৭৮৯০১ ৮৯০১২ ১২৩৪৫ ২৩৪৫৬ *৩৪৫৬৭(রসা,প,গ) ৪৫৬৭৮ ৫৬৭৮৯ ৬৭৮৯০(রসা,জী) ৭৮৯০১ ৮৯০১২ ১২৩৪৫ ২৩৪৫৬ *৩৪৫৬৭(রসা,প,গ) ৪৫৬৭৮ ৫৬৭৮৯ ৬৭৮৯০(রসা,জী) ৭৮৯০১ ৮৯০১২ ১২৩৪৫ ২৩৪৫৬ *৩৪৫৬৭(রসা,প,গ) ৪৫৬৭৮ ৫৬৭৮৯ ৬৭৮৯০(রসা,জী) ৭৮৯০১ ৮৯০১২ ১২৩৪৫ ২৩৪৫৬ *৩৪৫৬৭(রসা,প,গ) ৪৫৬৭৮ ৫৬৭৮৯ ৬৭৮৯০(রসা,জী) ৭৮৯০১ ৮৯০১২ ১২৩৪৫ ২৩৪৫৬ *৩৪৫৬৭(রসা,প,গ) ৪৫৬৭৮ ৫৬৭৮৯ ৬৭৮৯০(রসা,জী) ৭৮৯০১ ৮৯০১২ ১২৩৪৫ ২৩৪৫৬ *৩৪৫৬৭(রসা,প,গ) ৪৫৬৭৮ ৫৬৭৮৯ ৬৭৮৯০(রসা,জী) ৭৮৯০১ ৮৯০১২ ১২৩৪৫ ২৩৪৫৬ *৩৪৫৬৭(রসা,প,গ) ৪৫৬৭৮ ৫৬৭৮৯ ৬৭৮৯০(রসা,জী) ৭৮৯০১ ৮৯০১২ ১২৩৪৫ ২৩৪৫৬ *৩৪৫৬৭(রসা,প,গ) ৪৫৬৭৮ ৫৬৭৮৯ ৬৭৮৯০(রসা,জী) ৭৮৯০১ ৮৯০১২ ১২৩৪৫ ২৩৪৫৬ *৩৪৫৬৭(রসা,প,গ) ৪৫৬৭৮ ৫৬৭৮৯ ৬৭৮৯০(রসা,জী) ৭৮৯০১ ৮৯০১২ ১২৩৪৫ ২৩৪৫৬ *৩৪৫৬৭(রসা,প,গ) ৪৫৬৭৮ ৫৬৭৮৯ ৬৭৮৯০(রসা,জী) ৭৮৯০১ ৮৯০১২ ১২৩৪৫ ২৩৪৫৬ *৩৪৫৬৭(রসা,প: [286, 416, 554, 788]
- roll-number-listing: ১২৩৪৫ ২৩৪৫৬ *৩৪৫৬৭(রসা,প,গ) ৪৫৬৭৮ ৫৬৭৮৯ ৬৭৮৯০(রসা,জী) ৭৮৯০১ ৮৯০১২ ১২৩৪৫ ২৩৪৫৬ *৩৪৫৬৭(রসা,প,গ) ৪৫৬৭৮ ৫৬৭৮৯ ৬৭৮৯০(রসা,জী) ৭৮৯০১ ৮৯০১২ ১২৩৪৫ ২৩৪৫৬ *৩৪৫৬৭(রসা,প,গ) ৪৫৬৭৮ ৫৬৭৮৯ ৬৭৮৯০(রসা,জী) ৭৮৯০১ ৮৯০১২ ১২৩৪৫ ২৩৪৫৬ *৩৪৫৬৭(রসা,প,গ) ৪৫৬৭৮ ৫৬৭৮৯ ৬৭৮৯০(রসা,জী) ৭৮৯০১ ৮৯০১২ ১২৩৪৫ ২৩৪৫৬ *৩৪৫৬৭(রসা,প,গ) ৪৫৬৭৮ ৫৬৭৮৯ ৬৭৮৯০(রসা,জী) ৭৮৯০১ ৮৯০১২ ১২৩৪৫ ২৩৪৫৬ *৩৪৫৬৭(রসা,প,গ) ৪৫৬৭৮ ৫৬৭৮৯ ৬৭৮৯০(রসা,জী) ৭৮৯০১ ৮৯০১২ ১২৩৪৫ ২৩৪৫৬ *৩৪৫৬৭(রসা,প,গ) ৪৫৬৭৮ ৫৬৭৮৯ ৬৭৮৯০(রসা,জী) ৭৮৯০১ ৮৯০১২ ১২৩৪৫ ২৩৪৫৬ *৩৪৫৬৭(রসা,প,গ) ৪৫৬৭৮ ৫৬৭৮৯ ৬৭৮৯০(রসা,জী) ৭৮৯০১ ৮৯০১২ ১২৩৪৫ ২৩৪৫৬ *৩৪৫৬৭(রসা,প,গ) ৪৫৬৭৮ ৫৬৭৮৯ ৬৭৮৯০(রসা,জী) ৭৮৯০১ ৮৯০১২ ১২৩৪৫ ২৩৪৫৬ *৩৪৫৬৭(রসা,প,গ) ৪৫৬৭৮ ৫৬৭৮৯ ৬৭৮৯০(রসা,জী) ৭৮৯০১ ৮৯০১২ ১২৩৪৫ ২৩৪৫৬ *৩৪৫৬৭(রসা,প,গ) ৪৫৬৭৮ ৫৬৭৮৯ ৬৭৮৯০(রসা,জী) ৭৮৯০১ ৮৯০১২ ১২৩৪৫ ২৩৪৫৬ *৩৪৫৬৭(রসা,প,গ) ৪৫৬৭৮ ৫৬৭৮৯ ৬৭৮৯০(রসা,জী) ৭৮৯০১ ৮৯০১২ ১২৩৪৫ ২৩৪৫৬ *৩৪৫৬৭(রসা,প,গ) ৪৫৬৭৮ ৫৬৭৮৯ ৬৭৮৯০(রসা,জী) ৭৮৯০১ ৮৯০১২ ১২৩৪৫ ২৩৪৫৬ *৩৪৫৬৭(রসা,প,গ) ৪৫৬৭৮ ৫৬৭৮৯ ৬৭৮৯০(রসা,জী) ৭৮৯০১ ৮৯০১২ ১২৩৪৫ ২৩৪৫৬ *৩৪৫৬৭(রসা,প,গ) ৪৫৬৭৮ ৫৬: [838, 1252, 1100, 1320]
- roll-number-listing: ১২৩৪৫ ২৩৪৫৬ *৩৪৫৬৭(রসা,প,গ) ৪৫৬৭৮ ৫৬৭৮৯ ৬৭৮৯০(রসা,জী) ৭৮৯০১ ৮৯০১২ ১২৩৪৫ ২৩৪৫৬ *৩৪৫৬৭(রসা,প,গ) ৪৫৬৭৮ ৫৬৭৮৯ ৬৭৮৯০(রসা,জী) ৭৮৯০১ ৮৯০১২ ১২৩৪৫ ২৩৪৫৬ *৩৪৫৬৭(রসা,প,গ) ৪৫৬৭৮ ৫৬৭৮৯ ৬৭৮৯০(রসা,জী) ৭৮৯০১ ৮৯০১২ ১২৩৪৫ ২৩৪৫৬ *৩৪৫৬৭(রসা,প,গ) ৪৫৬৭৮ ৫৬৭৮৯ ৬৭৮৯০(রসা,জী) ৭৮৯০১ ৮৯০১২ ১২৩৪৫ ২৩৪৫৬ *৩৪৫৬৭(রসা,প,গ) ৪৫৬৭৮ ৫৬৭৮৯ ৬৭৮৯০(রসা,জী) ৭৮৯০১ ৮৯০১২ ১২৩৪৫ ২৩৪৫৬ *৩৪৫৬৭(রসা,প,গ) ৪৫৬৭৮ ৫৬৭৮৯ ৬৭৮৯০(রসা,জী) ৭৮৯০১ ৮৯০১২ ১২৩৪৫ ২৩৪৫৬ *৩৪৫৬৭(রসা,প,গ) ৪৫৬৭৮ ৫৬৭৮৯ ৬৭৮৯০(রসা,জী) ৭৮৯০১ ৮৯০১২ ১২৩৪৫ ২৩৪৫৬ *৩৪৫৬৭(রসা,প,গ) ৪৫৬৭৮ ৫৬৭৮৯ ৬৭৮৯০(রসা,জী) ৭৮৯০১ ৮৯০১২ ১২৩৪৫ ২৩৪৫৬ *৩৪৫৬৭(রসা,প,গ) ৪৫৬৭৮ ৫৬৭৮৯ ৬৭৮৯০(রসা,জী) ৭৮৯০১ ৮৯০১২ ১২৩৪৫ ২৩৪৫৬ *৩৪৫৬৭(রসা,প,গ) ৪৫৬৭৮ ৫৬৭৮৯ ৬৭৮৯০(রসা,জী) ৭৮৯০১ ৮৯০১২ ১২৩৪৫ ২৩৪৫৬ *৩৪৫৬৭(রসা,প,গ) ৪৫৬৭৮ ৫৬৭৮৯ ৬৭৮৯০(রসা,জী) ৭৮৯০১ ৮৯০১২ ১২৩৪৫ ২৩৪৫৬ *৩৪৫৬৭(রসা,প,গ) ৪৫৬৭৮ ৫৬৭৮৯ ৬৭৮৯০(রসা,জী) ৭৮৯০১ ৮৯০১২ ১২৩৪৫ ২৩৪৫৬ *৩৪৫৬৭(রসা,প,গ) ৪৫৬৭৮ ৫৬৭৮৯ ৬৭৮৯০(রসা,জী) ৭৮৯০১ ৮৯০১২ ১২৩৪৫ ২৩৪৫৬ *৩৪৫৬৭(রসা,প,গ) ৪৫৬৭৮ ৫৬৭৮৯ ৬৭৮৯০(রসা,জী) ৭৮৯০১ ৮৯০১২ ১২৩৪৫ ২৩৪৫৬ *৩৪৫৬৭(রসা,প,গ) ৪৫৬৭৮ ৫৬৭৮৯ ৬৭৮৯০(রসা,জী) ৭৮৯০১ ৮৯০১২ ১২৩৪৫ ২৩৪৫৬ *৩৪৫৬৭(রসা,প,গ) ৪৫৬৭৮ ৫৬৭৮৯ ৬৭৮৯০(রসা,জী) ৭৮৯০১ ৮৯০১২ ১২৩৪৫ ২৩৪৫৬ *৩৪৫৬৭(রসা,প,গ) ৪৫৬৭৮ ৫৬৭৮৯ ৬৭৮৯০(রসা,জী) ৭৮৯০১ ৮৯০১২ ১২৩৪৫ ২৩৪৫৬ *৩৪৫৬৭(রসা,প,গ) ৪৫৬৭৮ ৫৬৭৮৯ ৬৭৮৯০(রসা,জী) ৭৮৯০১ ৮৯০১২ ১২৩৪৫ ২৩৪৫৬ *৩৪৫৬৭(রসা,প,গ) ৪৫৬৭৮ ৫৬৭৮৯ ৬৭৮৯০(রসা,জী) ৭৮৯০১ ৮৯০১২ ১২৩৪৫ ২৩৪৫৬ *৩৪৫৬৭(রসা,প,গ) ৪৫৬৭৮ ৫৬৭৮৯ ৬৭৮৯০(রসা,জী) ৭৮৯০১ ৮৯০১২ ১২৩৪৫ ২৩৪৫৬ *৩৪৫৬৭(রসা,প,গ) ৪৫৬৭৮ ৫৬৭৮৯ ৬৭৮৯০(রসা,জী) ৭৮৯০১ ৮৯০১২ ১২৩৪৫ ২৩৪৫৬ *৩৪৫৬৭(রসা,প,গ) ৪৫৬৭৮ ৫৬৭৮৯ ৬৭৮৯০(রসা,জী) ৭৮৯০১ ৮৯০১২ ১২৩৪৫ ২৩৪৫৬ *৩৪৫৬৭(রসা,প,গ) ৪৫৬৭৮ ৫৬৭৮৯ ৬৭৮৯০(রসা,জী) ৭৮৯০১ ৮৯০১২ ১২৩৪৫ ২৩৪৫৬ *৩৪৫৬৭(রসা,প,গ) ৪৫৬৭৮ ৫৬৭৮৯ ৬৭৮৯০(রসা,জী) ৭৮৯০১ ৮৯০১২ ১২৩৪৫ ২৩৪৫৬ *৩৪৫৬৭(রসা,প,গ) ৪৫৬৭৮ ৫৬৭৮৯ ৬৭৮৯০(রসা,জী) ৭৮৯০১ ৮৯০১২ ১২৩৪৫ ২৩৪৫৬ *৩৪৫৬৭(রসা,প,গ) ৪৫৬৭৮ ৫৬৭৮৯ ৬৭৮৯০(রসা,জী) ৭৮৯০১ ৮৯০১২ ১২৩৪৫ ২৩৪৫৬ *৩৪৫৬৭(রসা,প,গ) ৪৫৬৭৮ ৫৬৭৮৯ ৬৭৮৯০(রসা,জী) ৭৮৯০১ ৮৯০১২ ১২৩৪৫ ২৩৪৫৬ *৩৪৫৬৭(রসা,প,গ) ৪৫৬৭৮ ৫৬৭৮৯ ৬৭৮৯০(রসা,জী) ৭৮৯০১ ৮৯০১২ ১২৩৪৫ ২৩৪৫৬ *৩৪৫৬৭(রসা,প,গ) ৪৫৬৭৮ ৫৬৭৮৯ ৬৭৮৯০(রসা,জী) ৭৮৯০১ ৮৯০১২ ১২৩৪৫ ২৩৪৫৬ *৩৪৫৬৭(রসা,প,গ) ৪৫৬৭৮ ৫৬৭৮৯ ৬৭৮৯০(রসা,জী) ৭৮৯০১ ৮৯০১২ ১২৩৪৫ ২৩৪৫৬ *৩৪৫৬৭(রসা,প,গ) ৪৫৬৭৮ ৫৬৭৮৯ ৬৭৮৯০(রসা,জী) ৭৮৯০১ ৮৯০১২ ১২৩৪৫ ২৩৪৫৬ *৩৪৫৬৭(রসা,প,গ) ৪৫৬৭৮ ৫৬৭৮৯ ৬৭৮৯০(রসা,জী) ৭৮৯০১ ৮৯০১২: [286, 1101, 554, 1244]
- page-headline: Dhaka Board HSC results of some city colleges: [117, 40, 995, 84]
- college-name: ঢাকা রেসিডেনসিয়াল কলেজ: [566, 682, 653, 692]
- college-name: সিদ্ধেশ্বরী গার্লস কলেজ, ঢাকা: [566, 563, 655, 573]
- college-name: লালমাটিয়া মহিলা কলেজ, ঢাকা: [838, 139, 934, 149]
- college-name: বি,এ,এফ, শাহীন কলেজ, ঢাকা: [838, 1230, 933, 1240]
- science-group-heading: Science Group :: [14, 94, 198, 115]
- roll-number-listing: ১২৩৪৫ ২৩৪৫৬ *৩৪৫৬৭(রসা,প,গ) ৪৫৬৭৮ ৫৬৭৮৯ ৬৭৮৯০(রসা,জী) ৭৮৯০১ ৮৯০১২ ১২৩৪৫ ২৩৪৫৬ *৩৪৫৬৭(রসা,প,গ) ৪৫৬৭৮ ৫৬৭৮৯ ৬৭৮৯০(রসা,জী) ৭৮৯০১ ৮৯০১২ ১২৩৪৫ ২৩৪৫৬ *৩৪৫৬৭(রসা,প,গ) ৪৫৬৭৮ ৫৬৭৮৯ ৬৭৮৯০(রসা,জী) ৭৮৯০১ ৮৯০১২ ১২৩৪৫ ২৩৪৫৬ *৩৪৫৬৭(রসা,প,গ) ৪৫৬৭৮ ৫৬৭৮৯ ৬৭৮৯০(রসা,জী) ৭৮৯০১ ৮৯০১২ ১২৩৪৫ ২৩৪৫৬ *৩৪৫৬৭(রসা,প,গ) ৪৫৬৭৮ ৫৬৭৮৯ ৬৭৮৯০(রসা,জী) ৭৮৯০১ ৮৯০১২ ১২৩৪৫ ২৩৪৫৬ *৩৪৫৬৭(রসা,প,গ) ৪৫৬৭৮ ৫৬৭৮৯ ৬৭৮৯০(রসা,জী) ৭৮৯০১ ৮৯০১২ ১২৩৪৫ ২৩৪৫৬ *৩৪৫৬৭(রসা,প,গ) ৪৫৬৭৮ ৫৬৭৮৯ ৬৭৮৯০(রসা,জী) ৭৮৯০১ ৮৯০১২ ১২৩৪৫ ২৩৪৫৬ *৩৪৫৬৭(রসা,প,গ) ৪৫৬৭৮ ৫৬৭৮৯ ৬৭৮৯০(রসা,জী) ৭৮৯০১ ৮৯০১২ ১২৩৪৫ ২৩৪৫৬ *৩৪৫৬৭(রসা,প,গ) ৪৫৬৭৮ ৫৬৭৮৯ ৬৭৮৯০(রসা,জী) ৭৮৯০১ ৮৯০১২ ১২৩৪৫ ২৩৪৫৬ *৩৪৫৬৭(রসা,প,গ) ৪৫৬৭৮ ৫৬৭৮৯ ৬৭৮৯০(রসা,জী) ৭৮৯০১ ৮৯০১২ ১২৩৪৫ ২৩৪৫৬ *৩৪৫৬৭(রসা,প,গ) ৪৫৬৭৮ ৫৬৭৮৯ ৬৭৮৯০(রসা,জী) ৭৮৯০১ ৮৯০১২ ১২৩৪৫ ২৩৪৫৬ *৩৪৫৬৭(রসা,প,গ) ৪৫৬৭৮ ৫৬৭৮৯ ৬৭৮৯০(রসা,জী) ৭৮৯০১ ৮৯০১২ ১২৩৪৫ ২৩৪৫৬ *৩৪৫৬৭(রসা,প,গ) ৪৫৬৭৮ ৫৬৭৮৯ ৬৭৮৯০(রসা,জী) ৭৮৯০১ ৮৯০১২ ১২৩৪৫ ২৩৪৫৬ *৩৪৫৬৭(রসা,প,গ) ৪৫৬৭৮ ৫৬৭৮৯ ৬৭৮৯০(রসা,জী) ৭৮৯০১ ৮৯০১২ ১২৩৪৫ ২৩৪৫৬ *৩৪৫৬৭(রসা,প,গ) ৪৫৬৭৮ ৫৬৭৮৯ ৬৭৮৯০(রসা,জী) ৭৮৯০১ ৮৯০১২ ১২৩৪৫ ২৩৪৫৬ *৩৪৫৬৭(রসা,প,গ) ৪৫৬৭৮ ৫৬৭৮৯ ৬৭৮৯০(রসা,জী) ৭৮৯০১ ৮৯০১২ ১২৩৪৫ ২৩৪৫৬ *৩৪৫৬৭(রসা,প,গ) ৪৫৬৭৮ ৫৬৭৮৯ ৬৭৮৯০(রসা,জী) ৭৮৯০১ ৮৯০১২ ১২৩৪৫ ২৩৪৫৬ *৩৪৫৬৭(রসা,প,গ) ৪৫৬৭৮ ৫৬৭৮৯ ৬৭৮৯০(রসা,জী) ৭৮৯০১ ৮৯০১২ ১২৩৪৫ ২৩৪৫৬ *৩৪৫৬৭(রসা,প,গ) ৪৫৬৭৮ ৫৬৭৮৯ ৬৭৮৯০(রসা,জী) ৭৮৯০১ ৮৯০১২ ১২৩৪৫ ২৩৪৫৬ *৩৪৫৬৭(রসা,প,গ) ৪৫৬৭৮ ৫৬৭৮৯ ৬৭৮৯০(রসা,জী) ৭৮৯০১ ৮৯০১২ ১২৩৪৫ ২৩৪৫৬ *৩৪৫৬৭(রসা,প,গ) ৪৫৬৭৮ ৫৬৭৮৯ ৬৭৮৯০(রসা,জী) ৭৮৯০১ ৮৯০১২ ১২৩৪৫ ২৩৪৫৬ *৩৪৫৬৭(রসা,প,গ) ৪৫৬৭৮ ৫৬৭৮৯ ৬৭৮৯০(রসা,জী) ৭৮৯০১ ৮৯০১২ ১২৩৪৫ ২৩৪৫৬ *৩৪৫৬৭(রসা,প,গ) ৪৫৬৭৮ ৫৬৭৮৯ ৬৭৮৯০(রসা,জী) ৭৮৯০১ ৮৯০১২ ১২৩৪৫ ২৩৪৫৬ *৩৪৫৬৭(রসা,প,গ) ৪৫৬৭৮ ৫৬৭৮৯ ৬৭৮৯০(রসা,জী) ৭৮৯০১ ৮৯০১২ ১২৩৪৫ ২৩৪৫৬ *৩৪৫৬৭(রসা,প,গ) ৪৫৬৭৮ ৫৬৭৮৯ ৬৭৮৯০(রসা,জী) ৭৮৯০১ ৮৯০১২ ১২৩৪৫ ২৩৪৫৬ *৩৪৫৬৭(রসা,প,গ) ৪৫৬৭৮ ৫৬৭৮৯ ৬৭৮৯০(রসা,জী) ৭৮৯০১ ৮৯০১২ ১২৩৪৫ ২৩৪৫৬ *৩৪৫৬৭(রসা,প,গ) ৪৫৬৭৮ ৫৬৭৮৯ ৬৭৮৯০(রসা,জী) ৭৮৯০১ ৮৯০১২ ১২৩৪৫ ২৩৪৫৬ *৩৪৫৬৭(রসা,প,গ) ৪৫৬৭৮ ৫৬৭৮৯ ৬৭৮৯০(রসা,জী) ৭৮৯০১ ৮৯০১২ ১২৩৪৫ ২৩৪৫৬ *৩৪৫৬৭(রসা,প,গ) ৪৫৬৭৮ ৫৬৭৮৯ ৬৭৮৯০(রসা,জী) ৭৮৯০১ ৮৯০১২ ১২৩৪৫ ২৩৪৫৬ *৩৪৫৬৭(রসা,প,গ) ৪৫৬৭৮ ৫৬৭৮৯ ৬৭৮৯০(রসা,জী) ৭৮৯০১ ৮৯০১২ ১২৩৪৫ ২৩৪৫৬ *৩৪৫৬৭(রসা,প,গ) ৪৫৬৭৮ ৫৬৭৮৯ ৬৭৮৯০(রসা,জী) ৭৮৯০১ ৮৯০১২ ১২৩৪৫ ২৩৪৫৬ *৩৪৫৬৭(রসা,প,গ) ৪৫৬৭৮ ৫৬৭৮৯ ৬৭৮৯০(রসা,জী) ৭৮৯০১ ৮৯০১২ ১২৩৪৫ ২৩৪৫৬ *৩৪৫৬৭(রসা,প,গ) ৪৫৬৭৮ ৫৬৭৮৯ ৬৭৮৯০(রসা,জী) ৭৮৯০১ ৮৯০১২ ১২৩৪৫ ২৩৪৫৬ *৩৪৫৬৭(রসা,প,গ) ৪৫৬৭৮ ৫৬৭৮৯ ৬৭৮৯০(রসা,জী) ৭৮৯০১ ৮৯০১২ ১২৩৪৫ ২৩৪৫৬ *৩৪৫৬৭(রসা,প,গ) ৪৫৬৭৮ ৫৬৭৮৯ ৬৭৮৯০(রসা,জী) ৭৮৯০১ ৮৯০১২ ১২৩৪৫ ২৩৪৫৬ *৩৪৫৬৭(রসা,প,গ) ৪৫৬৭৮ ৫৬৭৮৯ ৬৭৮৯০(রসা,জী) ৭৮৯০১ ৮৯০১২ ১২৩৪৫ ২৩৪৫৬ *৩৪৫৬৭(রসা,প,গ) ৪৫৬৭৮ ৫৬৭৮৯ ৬৭৮৯০(রসা,জী) ৭৮৯০১ ৮৯০১২ ১২৩৪৫ ২৩৪৫৬ *৩৪৫৬৭(রসা,প,গ) ৪৫৬৭৮ ৫৬৭৮৯ ৬৭৮৯০(রসা,জী) ৭৮৯০১ ৮৯০১২ ১২৩৪৫ ২৩৪৫৬ *৩৪৫৬৭(রসা,প,গ) ৪৫৬৭৮ ৫৬৭৮৯ ৬৭৮৯০(রসা,জী) ৭৮৯০১ ৮৯০১২ ১২৩৪৫ ২৩৪৫৬ *৩৪৫৬৭(রসা,প,গ) ৪৫৬৭৮ ৫৬৭৮৯ ৬৭৮৯০(রসা,জী) ৭৮৯০১ ৮৯০১২ ১২৩৪৫ ২৩৪৫৬ *৩৪৫৬৭(রসা,প,গ) ৪৫৬৭৮ ৫৬৭৮৯ ৬৭৮৯০(রসা,জী) ৭৮৯০১ ৮৯০১২ ১২৩৪৫ ২৩৪৫৬ *৩৪৫৬৭(রসা,প,গ) ৪৫৬৭৮ ৫৬৭৮৯ ৬৭৮৯০(রসা,জী) ৭৮৯০১ ৮৯০১২ ১২৩৪৫ ২৩৪৫৬ *৩৪৫৬৭(রসা,প,গ) ৪৫৬৭৮ ৫৬৭৮৯ ৬৭৮৯০(রসা,জী) ৭৮৯০১ ৮৯০১২ ১২৩৪৫ ২৩৪৫৬ *৩৪৫৬৭(রসা,প,গ) ৪৫৬৭৮ ৫৬৭৮৯ ৬৭৮৯০(রসা,জী) ৭৮৯০১ ৮৯০১২ ১২৩৪৫ ২৩৪৫৬ *৩৪৫৬৭(রসা,প,গ) ৪৫৬৭৮ ৫৬৭৮৯ ৬৭৮৯০(রসা,জী) ৭৮৯০১ ৮৯০১২ ১২৩৪৫ ২৩৪৫৬ *৩৪৫৬৭(রসা,প,গ) ৪৫৬৭৮ ৫৬৭৮৯ ৬৭৮৯০(রসা,জী) ৭৮৯০১ ৮৯০১২ ১২৩৪৫ ২৩৪৫৬ *৩৪৫৬৭(রসা,প,গ) ৪৫৬৭৮ ৫৬৭৮৯ ৬৭৮৯০(রসা,জী) ৭৮৯০১ ৮৯০১২ ১২৩৪৫ ২৩৪৫৬ *৩৪৫৬৭(রসা,প,গ) ৪৫৬৭৮ ৫৬৭৮৯ ৬৭৮৯০(রসা,জী) ৭৮৯০১ ৮৯০১২ ১২৩৪৫ ২৩৪৫৬ *৩৪৫৬৭(রসা,প,গ) ৪৫৬৭৮ ৫৬৭৮৯ ৬৭৮৯০(রসা,জী) ৭৮৯০১ ৮৯০১২ ১২৩৪৫ ২৩৪৫৬ *৩৪৫৬৭(রসা,প,গ) ৪৫৬৭৮ ৫৬৭৮৯ ৬৭৮৯০(রসা,জী) ৭৮৯০১ ৮৯০১২ ১২৩৪৫ ২৩৪৫৬ *৩৪৫৬৭(রসা,প,গ) ৪৫৬৭৮ ৫৬৭৮৯ ৬৭৮৯০(রসা,জী) ৭৮৯০১ ৮৯০১২ ১২৩৪৫ ২৩৪৫৬ *৩৪৫৬৭(রসা,প,গ) ৪৫৬৭৮ ৫৬৭৮৯ ৬৭৮৯০(রসা,জী) ৭৮৯০১ ৮৯০১২ ১২৩৪৫ ২৩৪৫৬ *৩৪৫৬৭(রসা,প,গ) ৪৫৬৭৮ ৫৬৭৮৯ ৬৭৮৯০(রসা,জী) ৭৮৯০১ ৮৯০১২ ১২৩৪৫ ২৩৪৫৬ *৩৪৫৬৭(রসা,প,গ) ৪৫৬৭৮ ৫৬৭৮৯ ৬৭৮৯০(রসা,জী) ৭৮৯০১ ৮৯০১২ ১২৩৪৫ ২৩৪৫৬ *৩৪৫৬৭(রসা,প,গ) ৪৫৬৭৮ ৫৬৭৮৯ ৬৭৮৯০(রসা,জী) ৭৮৯০১ ৮৯০১২ ১২৩৪৫ ২৩৪৫৬ *৩৪৫৬৭(রসা,প,গ) ৪৫৬৭৮ ৫৬৭৮৯ ৬৭৮৯০(রসা,জী) ৭৮৯০১ ৮৯০১২ ১২৩৪৫ ২৩৪৫৬ *৩৪৫৬৭(রসা,প,গ) ৪৫৬৭৮ ৫৬৭৮৯ ৬৭৮৯০(রসা,জী) ৭৮৯০১ ৮৯০১২ ১২৩৪৫ ২৩৪৫৬ *৩৪৫৬৭(রসা,প,গ) ৪৫৬৭৮ ৫৬৭৮৯ ৬৭৮৯০(রসা,জী) ৭৮৯০১ ৮৯০১২ ১২৩৪৫ ২৩৪৫৬ *৩৪৫৬৭(রসা,প,গ) ৪৫৬৭৮ ৫৬৭৮৯ ৬৭৮৯০(রসা,জী) ৭৮৯০১ ৮৯০১২ ১২৩৪৫ ২৩৪৫৬ *৩৪৫৬৭(রসা,প,গ) ৪৫৬৭৮ ৫৬৭৮৯ ৬৭৮৯০(রসা,জী) ৭৮৯০১ ৮৯০১২ ১২৩৪৫ ২৩৪৫৬ *৩৪৫৬৭(রসা,প,গ) ৪৫৬৭৮ ৫৬৭৮৯ ৬৭৮৯০(রসা,জী) ৭৮৯০১ ৮৯০১২ ১২৩৪৫ ২৩৪৫৬ *৩৪৫৬৭(রসা,প,গ) ৪৫৬৭৮ ৫৬৭৮৯ ৬৭৮৯০(রসা,জী) ৭৮৯০১ ৮৯০১২ ১২৩৪৫ ২৩৪৫৬ *৩৪৫৬৭(রসা,প,গ) ৪৫৬৭৮ ৫৬৭৮৯ ৬৭৮৯০(রসা,জী) ৭৮৯০১ ৮৯০১২ ১২৩৪৫ ২৩৪৫৬ *৩৪৫৬৭(রসা,প,গ) ৪৫৬৭৮ ৫৬৭৮৯ ৬৭৮৯০(রসা,জী) ৭৮৯০১ ৮৯০১২ ১২৩৪৫ ২৩৪৫৬ *৩৪৫৬৭(রসা,প,গ) ৪৫৬৭৮ ৫৬৭৮৯ ৬৭৮৯০(রসা,জী) ৭৮৯০১ ৮৯০১২ ১২৩৪৫ ২৩৪৫৬ *৩৪৫৬৭(রসা,প,গ) ৪৫৬৭৮ ৫৬৭৮৯ ৬৭৮৯০(রসা,জী) ৭৮৯০১ ৮৯০১২ ১২৩৪৫ ২৩৪৫৬ *৩৪৫৬৭(রসা,প,গ) ৪৫৬৭৮ ৫৬৭৮৯ ৬৭৮৯০(রসা,জী) ৭৮৯০১ ৮৯০১২ ১২৩৪৫ ২৩৪৫৬ *৩৪৫৬৭(রসা,প,গ) ৪৫৬৭৮ ৫৬৭৮৯ ৬৭৮৯০(রসা,জী) ৭৮৯০১ ৮৯০১২ ১২৩৪৫ ২৩৪৫৬ *৩৪৫৬৭(রসা,প,গ) ৪৫৬৭৮ ৫৬৭৮৯ ৬৭৮৯০(রসা,জী) ৭৮৯০১ ৮৯০১২ ১২৩৪৫ ২৩৪৫৬ *৩৪৫৬৭(রসা,প,গ) ৪৫৬৭৮ ৫৬৭৮৯ ৬৭৮৯০(রসা,জী) ৭৮৯০১ ৮৯০১২ ১২৩৪৫ ২৩৪৫৬ *৩৪৫৬৭(রসা,প,গ) ৪৫৬৭৮ ৫৬৭৮৯ ৬৭৮৯০(রসা,জী) ৭৮৯০১ ৮৯০১২ ১২৩৪৫ ২৩৪৫৬ *৩৪৫৬৭(রসা,প,গ) ৪৫৬৭৮ ৫৬৭৮৯ ৬৭৮৯০(রসা,জী) ৭৮৯০১ ৮৯০১২ ১২৩৪৫ ২৩৪৫৬ *৩৪৫৬৭(রসা,প,গ) ৪৫৬৭৮ ৫৬৭৮৯ ৬৭৮৯০(রসা,জী) ৭৮৯০১ ৮৯০১২ ১২৩৪৫ ২৩৪৫৬ *৩৪৫৬৭(রসা,প,গ) ৪৫৬৭৮ ৫৬৭৮৯ ৬৭৮৯০(রসা,জী) ৭৮৯০১ ৮৯০১২ ১২৩৪৫ ২৩৪৫৬ *৩৪৫৬৭(রসা,প,গ) ৪৫৬৭৮ ৫৬৭৮৯ ৬৭৮৯০(রসা,জী) ৭৮৯০১ ৮৯০১২ ১২৩৪৫ ২৩৪৫৬ *৩৪৫৬৭(রসা,প,গ) ৪৫৬৭৮ ৫৬৭৮৯ ৬৭৮৯০(রসা,জী) ৭৮৯০১ ৮৯০১২ ১২৩৪৫ ২৩৪৫৬ *৩৪৫৬৭(রসা,প,গ) ৪৫৬৭৮ ৫৬৭৮৯ ৬৭৮৯০(রসা,জী) ৭৮৯০১ ৮৯০১২ ১২৩৪৫ ২৩৪৫৬ *৩৪৫৬৭(রসা,প,গ) ৪৫৬৭৮ ৫৬৭৮৯ ৬৭৮৯০(রসা,জী) ৭৮৯০১ ৮৯০১২ ১২৩৪৫ ২৩৪৫৬ *৩৪৫৬৭(রসা,প,গ) ৪৫৬৭৮ ৫৬৭৮৯ ৬৭৮৯০(রসা,জী) ৭৮৯০১ ৮৯০১২ ১২৩৪৫ ২৩৪৫৬ *৩৪৫৬৭(রসা,প,গ) ৪৫৬৭৮ ৫৬৭৮৯ ৬৭৮৯০(রসা,জী) ৭৮৯০১ ৮৯০১২ ১২৩৪৫ ২৩৪৫৬ *৩৪৫৬৭(রসা,প,গ) ৪৫৬৭৮ ৫৬৭৮৯ ৬৭৮৯০(রসা,জী) ৭৮৯০১ ৮৯০১২ ১২৩৪৫ ২৩৪৫৬ *৩৪৫৬৭(রসা,প,গ) ৪৫৬৭৮ ৫৬৭৮৯ ৬৭৮৯০(রসা,জী) ৭৮৯০১ ৮৯০১২ ১২৩৪৫ ২৩৪৫৬ *৩৪৫৬৭(রসা,প,গ) ৪৫৬৭৮ ৫৬৭৮৯ ৬৭৮৯০(রসা,জী) ৭৮৯০১ ৮৯০১২ ১২৩৪৫ ২৩৪৫৬ *৩৪৫৬৭(রসা,প,গ) ৪৫৬৭৮ ৫৬৭৮৯ ৬৭৮৯০(রসা,জী) ৭৮৯০১ ৮৯০১২ ১২৩৪৫ ২৩৪৫৬ *৩৪৫৬৭(রসা,প,গ) ৪৫৬৭৮ ৫৬৭৮৯ ৬৭৮৯০(রসা,জী) ৭৮৯০১ ৮৯০১২ ১২৩৪৫ ২৩৪৫৬ *৩৪৫৬৭(রসা,প,গ) ৪৫৬৭৮ ৫৬৭৮৯ ৬৭৮৯০(রসা,জী) ৭৮৯০১ ৮৯০১২ ১২৩৪৫ ২৩৪৫৬ *৩৪৫৬৭(রসা,প,গ) ৪৫৬৭৮ ৫৬৭৮৯ ৬৭৮৯০(রসা,জী) ৭৮৯০১ ৮৯০১২ ১২৩৪৫ ২৩৪৫৬ *৩৪৫৬৭(রসা,প,গ) ৪৫৬৭৮ ৫৬৭৮৯ ৬৭৮৯০(রসা,জী) ৭৮৯০১ ৮৯০১২ ১২৩৪৫ ২৩৪৫৬ *৩৪৫৬৭(রসা,প,গ) ৪৫৬৭৮ ৫৬৭৮৯ ৬৭৮৯০(রসা,জী) ৭৮৯০১ ৮৯০১২ ১২৩৪৫ ২৩৪৫৬ *৩৪৫৬৭(রসা,প,গ) ৪৫৬৭৮ ৫৬৭৮৯ ৬৭৮৯০(রসা,জী) ৭৮৯০১ ৮৯০১২ ১২৩৪৫ ২৩৪৫৬ *৩৪৫৬৭(রসা,প,গ) ৪৫৬৭৮ ৫৬৭৮৯ ৬৭৮৯০(রসা,জী) ৭৮৯০১ ৮৯০১২ ১২৩৪৫ ২৩৪৫৬ *৩৪৫৬৭(রসা,প,গ) ৪৫৬৭৮ ৫৬৭৮৯ ৬৭৮৯০(রসা,জী) ৭৮৯০১ ৮৯০১২ ১২৩৪৫ ২৩৪৫৬ *৩৪৫৬৭(রসা,প,গ) ৪৫৬৭৮ ৫৬৭৮৯ ৬৭৮৯০(রসা,জী) ৭৮৯০১ ৮৯০১২ ১২৩৪৫ ২৩৪৫৬ *৩৪৫৬৭(রসা,প,গ) ৪৫৬৭৮ ৫৬৭৮৯ ৬৭৮৯০(রসা,জী) ৭৮৯০১ ৮৯০১২ ১২৩৪৫ ২৩৪৫৬ *৩৪৫৬৭(রসা,প,গ) ৪৫৬৭৮ ৫৬৭৮৯ ৬৭৮৯০(রসা,জী) ৭৮৯০১ ৮৯০১২ ১২৩৪৫ ২৩৪৫৬ *৩৪৫৬৭(রসা,প,গ) ৪৫৬৭৮ ৫৬৭৮৯ ৬৭৮৯০(রসা,জী) ৭৮৯০১ ৮৯০১২ ১২৩৪৫ ২৩৪৫৬ *৩৪৫৬৭(রসা,প,গ) ৪৫৬৭৮ ৫৬৭৮৯ ৬৭৮৯০(রসা,জী) ৭৮৯০১ ৮৯০১২ ১২৩৪৫ ২৩৪৫৬ *৩৪৫৬৭(রসা,প,গ) ৪৫৬৭৮ ৫৬৭৮৯ ৬৭৮৯০(রসা,জী) ৭৮৯০১ ৮৯০১২ ১২৩৪৫ ২৩৪৫৬ *৩৪৫৬৭(রসা,প,গ) ৪৫৬৭৮ ৫৬৭৮৯ ৬৭৮৯০(রসা,জী) ৭৮৯০১ ৮৯০১২ ১২৩৪৫ ২৩৪৫৬ *৩৪৫৬৭(রসা,প,গ) ৪৫৬৭৮ ৫৬৭৮৯ ৬৭৮৯০(রসা,জী) ৭৮৯০১ ৮৯০১২ ১২৩৪৫ ২৩৪৫৬ *৩৪৫৬৭(রসা,প,গ) ৪৫৬৭৮ ৫৬৭৮৯ ৬৭৮৯০(রসা,জী) ৭৮৯০১ ৮৯০১২ ১২৩৪৫ ২৩৪৫৬ *৩৪৫৬৭(রসা,প,গ) ৪৫৬৭৮ ৫৬৭৮৯ ৬৭৮৯০(রসা,জী) ৭৮৯০১ ৮৯০১২ ১২৩৪৫ ২৩৪৫৬ *৩৪৫৬৭(রসা,প,গ) ৪৫৬৭৮ ৫৬৭৮৯ ৬৭৮৯০(রসা,জী) ৭৮৯০১ ৮৯০১২ ১২৩৪৫ ২৩৪৫৬ *৩৪৫৬৭(রসা,প,গ) ৪৫৬৭৮ ৫৬৭৮৯ ৬৭৮৯০(রসা,জী) ৭৮৯০১ ৮৯০১২ ১২৩৪৫ ২৩৪৫৬ *৩৪৫৬৭(রসা,প,গ) ৪৫৬৭৮ ৫৬৭৮৯ ৬৭৮৯০(রসা,জী) ৭৮৯০১ ৮৯০১২ ১২৩৪৫ ২৩৪৫৬ *৩৪৫৬৭(রসা,প,গ) ৪৫৬৭৮ ৫৬৭৮৯ ৬৭৮৯০(রসা,জী) ৭৮৯০১ ৮৯০১২ ১২৩৪৫ ২৩৪৫৬ *৩৪৫৬৭(রসা,প,গ) ৪৫৬৭৮ ৫৬৭৮৯ ৬৭৮৯০(রসা,জী) ৭৮৯০১ ৮৯০১২ ১২৩৪৫ ২৩৪৫৬ *৩৪৫৬৭(রসা,প,গ) ৪৫৬৭৮ ৫৬৭৮৯ ৬৭৮৯০(রসা,জী) ৭৮৯০১ ৮৯০১২ ১২৩৪৫ ২৩৪৫৬ *৩৪৫৬৭(রসা,প,গ) ৪৫৬৭৮ ৫৬৭৮৯ ৬৭৮৯০(রসা,জী) ৭৮৯০১ ৮৯০১২ ১২৩৪৫ ২৩৪৫৬ *৩৪৫৬৭(রসা,প,গ) ৪৫৬৭৮ ৫৬৭৮৯ ৬৭৮৯০(রসা,জী) ৭৮৯০১ ৮৯০১২ ১২৩৪৫ ২৩৪৫৬ *৩৪৫৬৭(রসা,প,গ) ৪৫৬৭৮ ৫৬৭৮৯ ৬৭৮৯০(রসা,জী) ৭৮৯০১ ৮৯০১২ ১২৩৪৫ ২৩৪৫৬ *৩৪৫৬৭(রসা,প,গ) ৪৫৬৭৮ ৫৬৭৮৯ ৬৭৮৯০(রসা,জী) ৭৮৯০১ ৮৯০১২ ১২৩৪৫ ২৩৪৫৬ *৩৪৫৬৭(রসা,প,গ) ৪৫৬৭৮ ৫৬৭৮৯ ৬৭৮৯০(রসা,জী) ৭৮৯০১ ৮৯০১২ ১২৩৪৫ ২৩৪৫৬ *৩৪৫৬৭(রসা,প,গ) ৪৫৬৭৮ ৫৬৭৮৯ ৬৭৮৯০(রসা,জী) ৭৮৯০১ ৮৯০১২ ১২৩৪৫ ২৩৪৫৬ *৩৪৫৬৭(রসা,প,গ) ৪৫৬৭৮ ৫৬৭৮৯ ৬৭৮৯০(রসা,জী) ৭৮৯০১ ৮৯০১২ ১২৩৪৫ ২৩৪৫৬ *৩৪৫৬৭(রসা,প,গ) ৪৫৬৭৮ ৫৬৭৮৯ ৬৭৮৯০(রসা,জী) ৭৮৯০১ ৮৯০১২ ১২৩৪৫ ২৩৪৫৬ *৩৪৫৬৭(রসা,প,গ) ৪৫৬৭৮ ৫৬৭৮৯ ৬৭৮৯০(রসা,জী) ৭৮৯০১ ৮৯০১২ ১২৩৪৫ ২৩৪৫৬ *৩৪৫৬৭(রসা,প,গ) ৪৫৬৭৮ ৫৬৭৮৯ ৬৭৮৯০(রসা,জী) ৭৮৯০১ ৮৯০১২ ১২৩৪৫ ২৩৪৫৬ *৩৪৫৬৭(রসা,প,গ) ৪৫৬৭৮ ৫৬৭৮৯ ৬৭৮৯০(রসা,জী) ৭৮৯০১ ৮৯০১২ ১২৩৪৫ ২৩৪৫৬ *৩৪৫৬৭(রসা,প,গ) ৪৫৬৭৮ ৫৬৭৮৯ ৬৭৮৯০(রসা,জী) ৭৮৯০১ ৮৯০১২ ১২৩৪৫ ২৩৪৫৬ *৩৪৫৬৭(রসা,প,গ) ৪৫৬৭৮ ৫৬৭৮৯ ৬৭৮৯০(রসা,জী) ৭৮৯০১ ৮৯০১২ ১২৩৪৫ ২৩৪৫৬ *৩৪৫৬৭(রসা,প,গ) ৪৫৬৭৮ ৫৬৭৮৯ ৬৭৮৯০(রসা,জী) ৭৮৯০১ ৮৯০১২ ১২৩৪৫ ২৩৪৫৬ *৩৪৫৬৭(রসা,প,গ) ৪৫৬৭৮ ৫৬৭৮৯ ৬৭৮৯০(রসা,জী) ৭৮৯০১ ৮৯০১২ ১২৩৪৫ ২৩৪৫৬ *৩৪৫৬৭(রসা,প,গ) ৪৫৬৭৮ ৫৬৭৮৯ ৬৭৮৯০(রসা,জী) ৭৮৯০১ ৮৯০১২ ১২৩৪৫ ২৩৪৫৬ *৩৪৫৬৭(রসা,প,গ) ৪৫৬৭৮ ৫৬৭৮৯ ৬৭৮৯০(রসা,জী) ৭৮৯০১ ৮৯০১২ ১২৩৪৫ ২৩৪৫৬ *৩৪৫৬৭(রসা,প,গ) ৪৫৬৭৮ ৫৬৭৮৯ ৬৭৮৯০(রসা,জী) ৭৮৯০১ ৮৯০১২ ১২৩৪৫ ২৩৪৫৬ *৩৪৫৬৭(রসা,প,গ) ৪৫৬৭৮ ৫৬৭৮৯ ৬৭৮৯০(রসা,জী) ৭৮৯০১ ৮৯০১২ ১২৩৪৫ ২৩৪৫৬ *৩৪৫৬৭(রসা,প,গ) ৪৫৬৭৮ ৫৬৭৮৯ ৬৭৮৯০(রসা,জী) ৭৮৯০১ ৮৯০১২ ১২৩৪৫ ২৩৪৫৬ *৩৪৫৬৭(রসা,প,গ) ৪৫৬৭৮ ৫৬৭৮৯ ৬৭৮৯০(রসা,জী) ৭৮৯০১ ৮৯০১২ ১২৩৪৫ ২৩৪৫৬ *৩৪৫৬৭(রসা,প,গ) ৪৫৬৭৮ ৫৬৭৮৯ ৬৭৮৯০(রসা,জী) ৭৮৯০১ ৮৯০১২ ১২৩৪৫ ২৩৪৫৬ *৩৪৫৬৭(রসা,প,গ) ৪৫৬৭৮ ৫৬৭৮৯ ৬৭৮৯০(রসা,জী) ৭৮৯০১ ৮৯০১২ ১২৩৪৫ ২৩৪৫৬ *৩৪৫৬৭(রসা,প,গ) ৪৫৬৭৮ ৫৬৭৮৯ ৬৭৮৯০(রসা,জী) ৭৮৯০১ ৮৯০১২ ১২৩৪৫ ২৩৪৫৬ *৩৪৫৬৭(রসা,প,গ) ৪৫৬৭৮ ৫৬৭৮৯ ৬৭৮৯০(রসা,জী) ৭৮৯০১ ৮৯০১২ ১২৩৪৫ ২৩৪৫৬ *৩৪৫৬৭(রসা,প,গ) ৪৫৬৭৮ ৫৬৭৮৯ ৬৭৮৯০(রসা,জী) ৭৮৯০১ ৮৯০১২ ১২৩৪৫ ২৩৪৫৬ *৩৪৫৬৭(রসা,প,গ) ৪৫৬৭৮ ৫৬৭৮৯ ৬৭৮৯০(রসা,জী) ৭৮৯০১ ৮৯০১২ ১২৩৪৫ ২৩৪৫৬ *৩৪৫৬৭(রসা,প,গ) ৪৫৬৭৮ ৫৬৭৮৯ ৬৭৮৯০(রসা,জী) ৭৮৯০১ ৮৯০১২ ১২৩৪৫ ২৩৪৫৬ *৩৪৫৬৭(রসা,প,গ) ৪৫৬৭৮ ৫৬৭৮৯ ৬৭৮৯০(রসা,জী) ৭৮৯০১ ৮৯০১২ ১২৩৪৫ ২৩৪৫৬ *৩৪৫৬৭(রসা,প,গ) ৪৫৬৭৮ ৫৬৭৮৯ ৬৭৮৯০(রসা,জী) ৭৮৯০১ ৮৯০১২ ১২৩৪৫ ২৩৪৫৬ *৩৪৫৬৭(রসা,প,গ) ৪৫৬৭৮ ৫৬৭৮৯ ৬৭৮৯০(রসা,জী) ৭৮৯০১ ৮৯০১২ ১২৩৪৫ ২৩৪৫৬ *৩৪৫৬৭(রসা,প,গ) ৪৫৬৭৮ ৫৬৭৮৯ ৬৭৮৯০(রসা,জী) ৭৮৯০১ ৮৯০১২ ১২৩৪৫ ২৩৪৫৬ *৩৪৫৬৭(রসা,প,গ) ৪৫৬৭৮ ৫৬৭৮৯ ৬৭৮৯০(রসা,জী) ৭৮৯০১ ৮৯০১২ ১২৩৪৫ ২৩৪৫৬ *৩৪৫৬৭(রসা,প,গ) ৪৫৬৭৮ ৫৬৭৮৯ ৬৭৮৯০(রসা,জী) ৭৮৯০১ ৮৯০১২ ১২৩৪৫ ২৩৪৫৬ *৩৪৫৬৭(রসা,প,গ) ৪৫৬৭৮ ৫৬৭৮৯ ৬৭৮৯০(রসা,জী) ৭৮৯০১ ৮৯০১২ ১২৩৪৫ ২৩৪৫৬ *৩৪৫৬৭(রসা,প,গ) ৪৫৬৭৮ ৫৬৭৮৯ ৬৭৮৯০(রসা,জী) ৭৮৯০১ ৮৯০১২ ১২৩৪৫ ২৩৪৫৬ *৩৪৫৬৭(রসা,প,গ) ৪৫৬৭৮ ৫৬৭৮৯ ৬৭৮৯০(রসা,জী) ৭৮৯০১ ৮৯০১২ ১২৩৪৫ ২৩৪৫৬ *৩৪৫৬৭(রসা,প,গ) ৪৫: [14, 946, 276, 1603]
- college-name: নটরডেম কলেজ, ঢাকা: [14, 924, 82, 934]
- roll-range: রোল নম্বর ..... মোট ... জন।: [566, 389, 630, 396]
- paper-name: The Daily Star: [1017, 20, 1090, 34]
- page-number: 7: [1094, 18, 1102, 35]
- college-name: ইডেন মহিলা কলেজ, ঢাকা: [286, 1079, 367, 1089]
- roll-number-listing: ১২৩৪৫ ২৩৪৫৬ *৩৪৫৬৭(রসা,প,গ) ৪৫৬৭৮ ৫৬৭৮৯ ৬৭৮৯০(রসা,জী) ৭৮৯০১ ৮৯০১২ ১২৩৪৫ ২৩৪৫৬ *৩৪৫৬৭(রসা,প,গ) ৪৫৬৭৮ ৫৬৭৮৯ ৬৭৮৯০(রসা,জী) ৭৮৯০১ ৮৯০১২ ১২৩৪৫ ২৩৪৫৬ *৩৪৫৬৭(রসা,প,গ) ৪৫৬৭৮ ৫৬৭৮৯ ৬৭৮৯০(রসা,জী) ৭৮৯০১ ৮৯০১২ ১২৩৪৫ ২৩৪৫৬ *৩৪৫৬৭(রসা,প,গ) ৪৫৬৭৮ ৫৬৭৮৯ ৬৭৮৯০(রসা,জী) ৭৮৯০১ ৮৯০১২ ১২৩৪৫ ২৩৪৫৬ *৩৪৫৬৭(রসা,প,গ) ৪৫৬৭৮ ৫৬৭৮৯ ৬৭৮৯০(রসা,জী) ৭৮৯০১ ৮৯০১২ ১২৩৪৫ ২৩৪৫৬ *৩৪৫৬৭(রসা,প,গ) ৪৫৬৭৮ ৫৬৭৮৯ ৬৭৮৯০(রসা,জী) ৭৮৯০১ ৮৯০১২ ১২৩৪৫ ২৩৪৫৬ *৩৪৫৬৭(রসা,প,গ) ৪৫৬৭৮ ৫৬৭৮৯ ৬৭৮৯০(রসা,জী) ৭৮৯০১ ৮৯০১২ ১২৩৪৫ ২৩৪৫৬ *৩৪৫৬৭(রসা,প,গ) ৪৫৬৭৮ ৫৬৭৮৯ ৬৭৮৯০(রসা,জী) ৭৮৯০১ ৮৯০১২ ১২৩৪৫ ২৩৪৫৬ *৩৪৫৬৭(রসা,প,গ) ৪৫৬৭৮ ৫৬৭৮৯ ৬৭৮৯০(রসা,জী) ৭৮৯০১ ৮৯০১২ ১২৩৪৫ ২৩৪৫৬ *৩৪৫৬৭(রসা,প,গ) ৪৫৬৭৮ ৫৬৭৮৯ ৬৭৮৯০(রসা,জী) ৭৮৯০১ ৮৯০১২ ১২৩৪৫ ২৩৪৫৬ *৩৪৫৬৭(রসা,প,গ) ৪৫৬৭৮ ৫৬৭৮৯ ৬৭৮৯০(রসা,জী) ৭৮৯০১ ৮৯০১২ ১২৩৪৫ ২৩৪৫৬ *৩৪৫৬৭(রসা,প,গ) ৪৫৬৭৮ ৫৬৭৮৯ ৬৭৮৯০(রসা,জী) ৭৮৯০১ ৮৯০১২ ১২৩৪৫ ২৩৪৫৬ *৩৪৫৬৭(রসা,প,গ) ৪৫৬৭৮ ৫৬৭৮৯ ৬৭৮৯০(রসা,জী) ৭৮৯০১ ৮৯০১২ ১২৩৪৫ ২৩৪৫৬ *৩৪৫৬৭(রসা,প,গ) ৪৫৬৭৮ ৫৬৭৮৯ ৬৭৮৯০(রসা,জী) ৭৮৯০১ ৮৯০১২ ১২৩৪৫ ২৩৪৫৬ *৩৪৫৬৭(রসা,প,গ) ৪৫৬৭৮ ৫৬৭৮৯ ৬৭৮৯০(রসা,জী) ৭৮৯০১ ৮৯০১২ ১২৩৪৫ ২৩৪৫৬ *৩৪৫৬৭(রসা,প,গ) ৪৫৬৭৮ ৫৬৭৮৯ ৬৭৮৯০(রসা,জী) ৭৮৯০১ ৮৯০১২ ১২৩৪৫ ২৩৪৫৬ *৩৪৫৬৭(রসা,প,গ) ৪৫৬৭৮ ৫৬৭৮৯ ৬৭৮৯০(রসা,জী) ৭৮৯০১ ৮৯০১২ ১২৩৪৫ ২৩৪৫৬ *৩৪৫৬৭(রসা,প,গ) ৪৫৬৭৮ ৫৬৭৮৯ ৬৭৮৯০(রসা,জী) ৭৮৯০১ ৮৯০১২ ১২৩৪৫ ২৩৪৫৬ *৩৪৫৬৭(রসা,প,গ) ৪৫৬৭৮ ৫৬৭৮৯ ৬৭৮৯০(রসা,জী) ৭৮৯০১ ৮৯০১২ ১২৩৪৫ ২৩৪৫৬ *৩৪৫৬৭(রসা,প,গ) ৪৫৬৭৮ ৫৬৭৮৯ ৬৭৮৯০(রসা,জী) ৭৮৯০১ ৮৯০১২ ১২৩৪৫ ২৩৪৫৬ *৩৪৫৬৭(রসা,প,গ) ৪৫৬৭৮ ৫৬৭৮৯ ৬৭৮৯০(রসা,জী) ৭৮৯০১ ৮৯০১২ ১২৩৪৫ ২৩৪৫৬ *৩৪৫৬৭(রসা,প,গ) ৪৫৬৭৮ ৫৬৭৮৯ ৬৭৮৯০(রসা,জী) ৭৮৯০১ ৮৯০১২ ১২৩৪৫ ২৩৪৫৬ *৩৪৫৬৭(রসা,প,গ) ৪৫৬৭৮ ৫৬৭৮৯ ৬৭৮৯০(রসা,জী) ৭৮৯০১ ৮৯০১২ ১২৩৪৫ ২৩৪৫৬ *৩৪৫৬৭(রসা,প,গ) ৪৫৬৭৮ ৫৬৭৮৯ ৬৭৮৯০(রসা,জী) ৭৮৯০১ ৮৯০১২ ১২৩৪৫ ২৩৪৫৬ *৩৪৫৬৭(রসা,প,গ) ৪৫৬৭৮ ৫৬৭৮৯ ৬৭৮৯০(রসা,জী) ৭৮৯০১ ৮৯০১২ ১২৩৪৫ ২৩৪৫৬ *৩৪৫৬৭(রসা,প,গ) ৪৫৬৭৮ ৫৬৭৮৯ ৬৭৮৯০(রসা,জী) ৭৮৯০১ ৮৯০১২ ১২৩৪৫ ২৩৪৫৬ *৩৪৫৬৭(রসা,প,গ) ৪৫৬৭৮ ৫৬৭৮৯ ৬৭৮৯০(রসা,জী) ৭৮৯০১ ৮৯০১২ ১২৩৪৫ ২৩৪৫৬ *৩৪৫৬৭(রসা,প,গ) ৪৫৬৭৮ ৫৬৭৮৯ ৬৭৮৯০(রসা,জী) ৭৮৯০১ ৮৯০১২ ১২৩৪৫ ২৩৪৫৬ *৩৪৫৬৭(রসা,প,গ) ৪৫৬৭৮ ৫৬৭৮৯ ৬৭৮৯০(রসা,জী) ৭৮৯০১ ৮৯০১২ ১২৩৪৫ ২৩৪৫৬ *৩৪৫৬৭(রসা,প,গ) ৪৫৬৭৮ ৫৬৭৮৯ ৬৭৮৯০(রসা,জী) ৭৮৯০১ ৮৯০১২ ১২৩৪৫ ২৩৪৫৬ *৩৪৫৬৭(রসা,প,গ) ৪৫৬৭৮ ৫৬৭৮৯ ৬৭৮৯০(রসা,জী) ৭৮৯০১ ৮৯০১২ ১২৩৪৫ ২৩৪৫৬ *৩৪৫৬৭(রসা,প,গ) ৪৫৬৭৮ ৫৬৭৮৯ ৬৭৮৯০(রসা,জী) ৭৮৯০১ ৮৯০১২ ১২৩৪৫ ২৩৪৫৬ *৩৪৫৬৭(রসা,প,গ) ৪৫৬৭৮ ৫৬৭৮৯ ৬৭৮৯০(রসা,জী) ৭৮৯০১ ৮৯০১২ ১২৩৪৫ ২৩৪৫৬ *৩৪৫৬৭(রসা,প,গ) ৪৫৬৭৮ ৫৬৭৮৯ ৬৭৮৯০(রসা,জী) ৭৮৯০১ ৮৯০১২ ১২৩৪৫ ২৩৪৫৬ *৩৪৫৬৭(রসা,প,গ) ৪৫৬৭৮ ৫৬৭৮৯ ৬৭৮৯০(রসা,জী) ৭৮৯০১ ৮৯০১২ ১২৩৪৫ ২৩৪৫৬ *৩৪৫৬৭(রসা,প,গ) ৪৫৬৭৮ ৫৬৭৮৯ ৬৭৮৯০(রসা,জী) ৭৮৯০১ ৮৯০১২ ১২৩৪৫ ২৩৪৫৬ *৩৪৫৬৭(রসা,প,গ) ৪৫৬৭৮ ৫৬৭৮৯ ৬৭৮৯০(রসা,জী) ৭৮৯০১ ৮৯০১২ ১২৩৪৫ ২৩৪৫৬ *৩৪৫৬৭(রসা,প,গ) ৪৫৬৭৮ ৫৬৭৮৯ ৬৭৮৯০(রসা,জী) ৭৮৯০১ ৮৯০১২ ১২৩৪৫ ২৩৪৫৬ *৩৪৫৬৭(রসা,প,গ) ৪৫৬৭৮ ৫৬৭৮৯ ৬৭৮৯০(রসা,জী) ৭৮৯০১ ৮৯০১২ ১২৩৪৫ ২৩৪৫৬ *৩৪৫৬৭(রসা,প,গ) ৪৫৬৭৮ ৫৬৭৮৯ ৬৭৮৯০(রসা,জী) ৭৮৯০১ ৮৯০১২ ১২৩৪৫ ২৩৪৫৬ *৩৪৫৬৭(রসা,প,গ) ৪৫৬৭৮ ৫৬৭৮৯ ৬৭৮৯০(রসা,জী) ৭৮৯০১ ৮৯০১২ ১২৩৪৫ ২৩৪৫৬ *৩৪৫৬৭(রসা,প,গ) ৪৫৬৭৮ ৫৬৭৮৯ ৬৭৮৯০(রসা,জী) ৭৮৯০১ ৮৯০১২ ১২৩৪৫ ২৩৪৫৬ *৩৪৫৬৭(রসা,প,গ) ৪৫৬৭৮ ৫৬৭৮৯ ৬৭৮৯০(রসা,জী) ৭৮৯০১ ৮৯০১২ ১২৩৪৫ ২৩৪৫৬ *৩৪৫৬৭(রসা,প,গ) ৪৫৬৭৮ ৫৬৭৮৯ ৬৭৮৯০(রসা,জী) ৭৮৯০১ ৮৯০১২ ১২৩৪৫ ২৩৪৫৬ *৩৪৫৬৭(রসা,প,গ) ৪৫৬৭৮ ৫৬৭৮৯ ৬৭৮৯০(রসা,জী) ৭৮৯০১ ৮৯০১২ ১২৩৪৫ ২৩৪৫৬ *৩৪৫৬৭(রসা,প,গ) ৪৫৬৭৮ ৫৬৭৮৯ ৬৭৮৯০(রসা,জী) ৭৮৯০১ ৮৯০১২ ১২৩৪৫ ২৩৪৫৬ *৩৪৫৬৭(রসা,প,গ) ৪৫৬৭৮ ৫৬৭৮৯ ৬৭৮৯০(রসা,জী) ৭৮৯০১ ৮৯০১২ ১২৩৪৫ ২৩৪৫৬ *৩৪৫৬৭(রসা,প,গ) ৪৫৬৭৮ ৫৬৭৮৯ ৬৭৮৯০(রসা,জী) ৭৮৯০১ ৮৯০১২ ১২৩৪৫ ২৩৪৫৬ *৩৪৫৬৭(রসা,প,গ) ৪৫৬৭৮ ৫৬৭৮৯ ৬৭৮৯০(রসা,জী) ৭৮৯০১ ৮৯০১২ ১২৩৪৫ ২৩৪৫৬ *৩৪৫৬৭(রসা,প,গ) ৪৫৬৭৮ ৫৬৭৮৯ ৬৭৮৯০(রসা,জী) ৭৮৯০১ ৮৯০১২ ১২৩৪৫ ২৩৪৫৬ *৩৪৫৬৭(রসা,প,গ) ৪৫৬৭৮ ৫৬৭৮৯ ৬৭৮৯০(রসা,জী) ৭৮৯০১ ৮৯০১২ ১২৩৪৫ ২৩৪৫৬ *৩৪৫৬৭(রসা,প,গ) ৪৫৬৭৮ ৫৬৭৮৯ ৬৭৮৯০(রসা,জী) ৭৮৯০১ ৮৯০১২ ১২৩৪৫ ২৩৪৫৬ *৩৪৫৬৭(রসা,প,গ) ৪৫৬৭৮ ৫৬৭৮৯ ৬৭৮৯০(রসা,জী) ৭৮৯০১ ৮৯০১২ ১২৩৪৫ ২৩৪৫৬ *৩৪৫৬৭(রসা,প,গ) ৪৫৬৭৮ ৫৬৭৮৯ ৬৭৮৯০(রসা,জী) ৭৮৯০১ ৮৯০১২ ১২৩৪৫ ২৩৪৫৬ *৩৪৫৬৭(রসা,প,গ) ৪৫৬৭৮ ৫৬৭৮৯ ৬৭৮৯০(রসা,জী) ৭৮৯০১ ৮৯০১২ ১২৩৪৫ ২৩৪৫৬ *৩৪৫৬৭(রসা,প,গ) ৪৫৬৭৮ ৫৬৭৮৯ ৬৭৮৯০(রসা,জী) ৭৮৯০১ ৮৯০১২ ১২৩৪৫ ২৩৪৫৬ *৩৪৫৬৭(রসা,প,গ) ৪৫৬৭৮ ৫৬৭৮৯ ৬৭৮৯০(রসা,জী) ৭৮৯০১ ৮৯০১২ ১২৩৪৫ ২৩৪৫৬ *৩৪৫৬৭(রসা,প,গ) ৪৫৬৭৮ ৫৬৭৮৯ ৬৭৮৯০(রসা,জী) ৭৮৯০১ ৮৯০১২ ১২৩৪৫ ২৩৪৫৬: [286, 815, 554, 1075]
- roll-range: রোল নম্বর ..... মোট ... জন।: [838, 1149, 902, 1156]
- paper-info: [1017, 18, 1102, 36]
- college-name: ঢাকা কলেজ: [566, 960, 604, 969]
- college-name: ভিকারুন নিসা নুন কলেজ, ঢাকা: [286, 394, 382, 404]
- roll-range: রোল নম্বর ..... মোট ... জন।: [838, 575, 902, 582]
- top-rule: [12, 36, 1102, 38]
- results-column-3: [566, 92, 828, 918]
- roll-range: রোল নম্বর ..... মোট ... জন।: [566, 1240, 630, 1247]
- roll-number-listing: ১২৩৪৫ ২৩৪৫৬ *৩৪৫৬৭(রসা,প,গ) ৪৫৬৭৮ ৫৬৭৮৯ ৬৭৮৯০(রসা,জী) ৭৮৯০১ ৮৯০১২ ১২৩৪৫ ২৩৪৫৬ *৩৪৫৬৭(রসা,প,গ) ৪৫৬৭৮ ৫৬৭৮৯ ৬৭৮৯০(রসা,জী) ৭৮৯০১ ৮৯০১২ ১২৩৪৫ ২৩৪৫৬ *৩৪৫৬৭(রসা,প,গ) ৪৫৬৭৮ ৫৬৭৮৯ ৬৭৮৯০(রসা,জী) ৭৮৯০১ ৮৯০১২ ১২৩৪৫ ২৩৪৫৬ *৩৪৫৬৭(রসা,প,গ) ৪৫৬৭৮ ৫৬৭৮৯ ৬৭৮৯০(রসা,জী) ৭৮৯০১ ৮৯০১২ ১২৩৪৫ ২৩৪৫৬ *৩৪৫৬৭(রসা,প,গ) ৪৫৬৭৮ ৫৬৭৮৯ ৬৭৮৯০(রসা,জী) ৭৮৯০১ ৮৯০১২ ১২৩৪৫ ২৩৪৫৬ *৩৪৫৬৭(রসা,প,গ) ৪৫৬৭৮ ৫৬৭৮৯ ৬৭৮৯০(রসা,জী) ৭৮৯০১ ৮৯০১২ ১২৩৪৫ ২৩৪৫৬ *৩৪৫৬৭(রসা,প,গ) ৪৫৬৭৮ ৫৬৭৮৯ ৬৭৮৯০(রসা,জী) ৭৮৯০১ ৮৯০১২ ১২৩৪৫ ২৩৪৫৬ *৩৪৫৬৭(রসা,প,গ) ৪৫৬৭৮ ৫৬৭৮৯ ৬৭৮৯০(রসা,জী) ৭৮৯০১ ৮৯০১২ ১২৩৪৫ ২৩৪৫৬ *৩৪৫৬৭(রসা,প,গ) ৪৫৬৭৮ ৫৬৭৮৯ ৬৭৮৯০(রসা,জী) ৭৮৯০১ ৮৯০১২ ১২৩৪৫ ২৩৪৫৬ *৩৪৫৬৭(রসা,প,গ) ৪৫৬৭৮ ৫৬৭৮৯ ৬৭৮৯০(রসা,জী) ৭৮৯০১ ৮৯০১২ ১২৩৪৫ ২৩৪৫৬ *৩৪৫৬৭(রসা,প,গ) ৪৫৬৭৮ ৫৬৭৮৯ ৬৭৮৯০(রসা,জী) ৭৮৯০১ ৮৯০১২ ১২৩৪৫ ২৩৪৫৬ *৩৪৫৬৭(রসা,প,গ) ৪৫৬৭৮ ৫৬৭৮৯ ৬৭৮৯০(রসা,জী) ৭৮৯০১ ৮৯০১২ ১২৩৪৫ ২৩৪৫৬ *৩৪৫৬৭(রসা,প,গ) ৪৫৬৭৮ ৫৬৭৮৯ ৬৭৮৯০(রসা,জী) ৭৮৯০১ ৮৯০১২ ১২৩৪৫ ২৩৪৫৬ *৩৪৫৬৭(রসা,প,গ) ৪৫৬৭৮ ৫৬৭৮৯ ৬৭৮৯০(রসা,জী) ৭৮৯০১ ৮৯০১২ ১২৩৪৫ ২৩৪৫৬ *৩৪৫৬৭(রসা,প,গ) ৪৫৬৭৮ ৫৬৭৮৯ ৬৭৮৯০(রসা,জী) ৭৮৯০১ ৮৯০১২ ১২৩৪৫ ২৩৪৫৬ *৩৪৫৬৭(রসা,প,গ) ৪৫৬৭৮ ৫৬৭৮৯ ৬৭৮৯০(রসা,জী) ৭৮৯০১ ৮৯০১২ ১২৩৪৫ ২৩৪৫৬ *৩৪৫৬৭(রসা,প,গ) ৪৫৬৭৮ ৫৬৭৮৯ ৬৭৮৯০(রসা,জী) ৭৮৯০১ ৮৯০১২ ১২৩৪৫ ২৩৪৫৬ *৩৪৫৬৭(রসা,প,গ) ৪৫৬৭৮ ৫৬৭৮৯ ৬৭৮৯০(রসা,জী) ৭৮৯০১ ৮৯০১২ ১২৩৪৫ ২৩৪৫৬ *৩৪৫৬৭(রসা,প,গ) ৪৫৬৭৮ ৫৬৭৮৯ ৬৭৮৯০(রসা,জী) ৭৮৯০১ ৮৯০১২ ১২৩৪৫ ২৩৪৫৬ *৩৪৫৬৭(রসা,প,গ) ৪৫৬৭৮ ৫৬৭৮৯ ৬৭৮৯০(রসা,জী) ৭৮৯০১ ৮৯০১২ ১২৩৪৫ ২৩৪৫৬ *৩৪৫৬৭(রসা,প,গ) ৪৫৬৭৮ ৫৬৭৮৯ ৬৭৮৯০(রসা,জী) ৭৮৯০১ ৮৯০১২ ১২৩৪৫ ২৩৪৫৬ *৩৪৫৬৭(রসা,প,গ) ৪৫৬৭৮ ৫৬৭৮৯ ৬৭৮৯০(রসা,জী) ৭৮৯০১ ৮৯০১২ ১২৩৪৫ ২৩৪৫৬ *৩৪৫৬৭(রসা,প,গ) ৪৫৬৭৮ ৫৬৭৮৯ ৬৭৮৯০(রসা,জী) ৭৮৯০১ ৮৯০১২ ১২৩৪৫ ২৩৪৫৬ *৩৪৫৬৭(রসা,প,গ) ৪৫৬৭৮ ৫৬৭৮৯ ৬৭৮৯০(রসা,জী) ৭৮৯০১ ৮৯০১২ ১২৩৪৫ ২৩৪৫৬ *৩৪৫৬৭(রসা,প,গ) ৪৫৬৭৮ ৫৬৭৮৯ ৬৭৮৯০(রসা,জী) ৭৮৯০১ ৮৯০১২ ১২৩৪৫ ২৩৪৫৬ *৩৪৫৬৭(রসা,প,গ) ৪৫৬৭৮ ৫৬৭৮৯ ৬৭৮৯০(রসা,জী) ৭৮৯০১ ৮৯০১২ ১২৩৪৫ ২৩৪৫৬ *৩৪৫৬৭(রসা,প,গ) ৪৫৬৭৮ ৫৬৭৮৯ ৬৭৮৯০(রসা,জী) ৭৮৯০১ ৮৯০১২ ১২৩৪৫ ২৩৪৫৬ *৩৪৫৬৭(রসা,প,গ) ৪৫৬৭৮ ৫৬৭৮৯ ৬৭৮৯০(রসা,জী) ৭৮৯০১ ৮৯০১২ ১২৩৪৫ ২৩৪৫৬ *৩৪৫৬৭(রসা,প,গ) ৪৫৬৭৮ ৫৬৭৮৯ ৬৭৮৯০(রসা,জী) ৭৮৯০১ ৮৯০১২ ১২৩৪৫ ২৩৪৫৬ *৩৪৫৬৭(রসা,প,গ) ৪৫৬৭৮ ৫৬৭৮৯ ৬৭৮৯০(রসা,জী) ৭৮৯০১ ৮৯০১২ ১২৩৪৫ ২৩৪৫৬ *৩৪৫৬৭(রসা,প,গ) ৪৫৬৭৮ ৫৬৭৮৯ ৬৭৮৯০(রসা,জী) ৭৮৯০১ ৮৯০১২ ১২৩৪৫ ২৩৪৫৬ *৩৪৫৬৭(রসা,প,গ) ৪৫৬৭৮ ৫৬৭৮৯ ৬৭৮৯০(রসা,জী) ৭৮৯০১ ৮৯০১২ ১২৩৪৫ ২৩৪৫৬ *৩৪৫৬৭(রসা,প,গ) ৪৫৬৭৮ ৫৬৭৮৯ ৬৭৮৯০(রসা,জী) ৭৮৯০১ ৮৯০১২ ১২৩৪৫ ২৩৪৫৬ *৩৪৫৬৭(রসা,প,গ) ৪৫৬৭৮ ৫৬৭৮৯ ৬৭৮৯০(রসা,জী) ৭৮৯০১ ৮৯০১২ ১২৩৪৫ ২৩৪৫৬ *৩৪৫৬৭(রসা,প,গ) ৪৫৬৭৮ ৫৬৭৮৯ ৬৭৮৯০(রসা,জী) ৭৮৯০১ ৮৯০১২ ১২৩৪৫ ২৩৪৫৬ *৩৪৫৬৭(রসা,প,গ) ৪৫৬৭৮ ৫৬৭৮৯ ৬৭৮৯০(রসা,জী) ৭৮৯০১ ৮৯০১২ ১২৩৪৫ ২৩৪৫৬ *৩৪৫৬৭(রসা,প,গ) ৪৫৬৭৮ ৫৬৭৮৯ ৬৭৮৯০(রসা,জী) ৭৮৯০১ ৮৯০১২ ১২৩৪৫ ২৩৪৫৬ *৩৪৫৬৭(রসা,প,গ) ৪৫৬৭৮ ৫৬৭৮৯ ৬৭৮৯০(রসা,জী) ৭৮৯০১ ৮৯০১২ ১২৩৪৫ ২৩৪৫৬ *৩৪৫৬৭(রসা,প,গ) ৪৫৬৭৮ ৫৬৭৮৯ ৬৭৮৯০(রসা,জী) ৭৮৯০১ ৮৯০১২ ১২৩৪৫ ২৩৪৫৬ *৩৪৫৬৭(রসা,প,গ) ৪৫৬৭৮ ৫৬৭৮৯ ৬৭৮৯০(রসা,জী) ৭৮৯০১ ৮৯০১২ ১২৩৪৫ ২৩৪৫৬ *৩৪৫৬৭(রসা,প,গ) ৪৫৬৭৮ ৫৬৭৮৯ ৬৭৮৯০(রসা,জী) ৭৮৯০১ ৮৯০১২ ১২৩৪৫ ২৩৪৫৬ *৩৪৫৬৭(রসা,প,গ) ৪৫৬৭৮ ৫৬৭৮৯ ৬৭৮৯০(রসা,জী) ৭৮৯০১ ৮৯০১২ ১২৩৪৫ ২৩৪৫৬ *৩৪৫৬৭(রসা,প,গ) ৪৫৬৭৮ ৫৬৭৮৯ ৬৭৮৯০(রসা,জী) ৭৮৯০১ ৮৯০১২ ১২৩৪৫ ২৩৪৫৬ *৩৪৫৬৭(রসা,প,গ) ৪৫৬৭৮ ৫৬৭৮৯ ৬৭৮৯০(রসা,জী) ৭৮৯০১ ৮৯০১২ ১২৩৪৫ ২৩৪৫৬ *৩৪৫৬৭(রসা,প,গ) ৪৫৬৭৮ ৫৬৭৮৯ ৬৭৮৯০(রসা,জী) ৭৮৯০১ ৮৯০১২ ১২৩৪৫ ২৩৪৫৬ *৩৪৫৬৭(রসা,প,গ) ৪৫৬৭৮ ৫৬৭৮৯ ৬৭৮৯০(রসা,জী) ৭৮৯০১ ৮৯০১২ ১২৩৪৫ ২৩৪৫৬ *৩৪৫৬৭(রসা,প,গ) ৪৫৬৭৮ ৫৬৭৮৯ ৬৭৮৯০(রসা,জী) ৭৮৯০১ ৮৯০১২ ১২৩৪৫ ২৩৪৫৬ *৩৪৫৬৭(রসা,প,গ) ৪৫৬৭৮ ৫৬৭৮৯ ৬৭৮৯০(রসা,জী) ৭৮৯০১ ৮৯০১২ ১২৩৪৫ ২৩৪৫৬ *৩৪৫৬৭(রসা,প,গ) ৪৫৬৭৮ ৫৬৭৮৯ ৬৭৮৯০(রসা,জী) ৭৮৯০১ ৮৯০১২ ১২৩৪৫ ২৩৪৫৬ *৩৪৫৬৭(রসা,প,গ) ৪৫৬৭৮ ৫৬৭৮৯ ৬৭৮৯০(রসা,জী) ৭৮৯০১ ৮৯০১২ ১২৩৪৫ ২৩৪৫৬ *৩৪৫৬৭(রসা,প,গ) ৪৫৬৭৮ ৫৬৭৮৯ ৬৭৮৯০(রসা,জী) ৭৮৯০১ ৮৯০১২ ১২৩৪৫ ২৩৪৫৬ *৩৪৫৬৭(রসা,প,গ) ৪৫৬৭৮ ৫৬৭৮৯ ৬৭৮৯০(রসা,জী) ৭৮৯০১ ৮৯০১২ ১২৩৪৫ ২৩৪৫৬ *৩৪৫৬৭(রসা,প: [838, 759, 1100, 1001]
- college-name: ঢাকা সিটি কলেজ: [566, 1477, 619, 1487]
- college-name: আইডিয়াল কলেজ: [838, 1005, 894, 1015]
- roll-number-listing: ১২৩৪৫ ২৩৪৫৬ *৩৪৫৬৭(রসা,প,গ) ৪৫৬৭৮ ৫৬৭৮৯ ৬৭৮৯০(রসা,জী) ৭৮৯০১ ৮৯০১২ ১২৩৪৫ ২৩৪৫৬ *৩৪৫৬৭(রসা,প,গ) ৪৫৬৭৮ ৫৬৭৮৯ ৬৭৮৯০(রসা,জী) ৭৮৯০১ ৮৯০১২ ১২৩৪৫ ২৩৪৫৬ *৩৪৫৬৭(রসা,প,গ) ৪৫৬৭৮ ৫৬৭৮৯ ৬৭৮৯০(রসা,জী) ৭৮৯০১ ৮৯০১২ ১২৩৪৫ ২৩৪৫৬ *৩৪৫৬৭(রসা,প,গ) ৪৫৬৭৮ ৫৬৭৮৯ ৬৭৮৯০(রসা,জী) ৭৮৯০১ ৮৯০১২ ১২৩৪৫ ২৩৪৫৬ *৩৪৫৬৭(রসা,প,গ) ৪৫৬৭৮ ৫৬৭৮৯ ৬৭৮৯০(রসা,জী) ৭৮৯০১ ৮৯০১২ ১২৩৪৫ ২৩৪৫৬ *৩৪৫৬৭(রসা,প,গ) ৪৫৬৭৮ ৫৬৭৮৯ ৬৭৮৯০(রসা,জী) ৭৮৯০১ ৮৯০১২ ১২৩৪৫ ২৩৪৫৬ *৩৪৫৬৭(রসা,প,গ) ৪৫৬৭৮ ৫৬৭৮৯ ৬৭৮৯০(রসা,জী) ৭৮৯০১ ৮৯০১২ ১২৩৪৫ ২৩৪৫৬ *৩৪৫৬৭(রসা,প,গ) ৪৫৬৭৮ ৫৬৭৮৯ ৬৭৮৯০(রসা,জী) ৭৮৯০১ ৮৯০১২ ১২৩৪৫ ২৩৪৫৬ *৩৪৫৬৭(রসা,প,গ) ৪৫৬৭৮ ৫৬৭৮৯ ৬৭৮৯০(রসা,জী) ৭৮৯০১ ৮৯০১২ ১২৩৪৫ ২৩৪৫৬ *৩৪৫৬৭(রসা,প,গ) ৪৫৬৭৮ ৫৬৭৮৯ ৬৭৮৯০(রসা,জী) ৭৮৯০১ ৮৯০১২ ১২৩৪৫ ২৩৪৫৬ *৩৪৫৬৭(রসা,প,গ) ৪৫৬৭৮ ৫৬৭৮৯ ৬৭৮৯০(রসা,জী) ৭৮৯০১ ৮৯০১২ ১২৩৪৫ ২৩৪৫৬ *৩৪৫৬৭(রসা,প,গ) ৪৫৬৭৮ ৫৬৭৮৯ ৬৭৮৯০(রসা,জী) ৭৮৯০১ ৮৯০১২ ১২৩৪৫ ২৩৪৫৬ *৩৪৫৬৭(রসা,প,গ) ৪৫৬৭৮ ৫৬৭৮৯ ৬৭৮৯০(রসা,জী) ৭৮৯০১ ৮৯০১২ ১২৩৪৫ ২৩৪৫৬ *৩৪৫৬৭(রসা,প,গ) ৪৫৬৭৮ ৫৬৭৮৯ ৬৭৮৯০(রসা,জী) ৭৮৯০১ ৮৯০১২ ১২৩৪৫ ২৩৪৫৬ *৩৪৫৬৭(রসা,প,গ) ৪৫৬৭৮ ৫৬৭৮৯ ৬৭৮৯০(রসা,জী) ৭৮৯০১ ৮৯০১২ ১২৩৪৫ ২৩৪৫৬ *৩৪৫৬৭(রসা,প,গ) ৪৫৬৭৮ ৫৬৭৮৯ ৬৭৮৯০(রসা,জী) ৭৮৯০১ ৮৯০১২ ১২৩৪৫ ২৩৪৫৬ *৩৪৫৬৭(রসা,প,গ) ৪৫৬৭৮ ৫৬৭৮৯ ৬৭৮৯০(রসা,জী) ৭৮৯০১ ৮৯০১২ ১২৩৪৫ ২৩৪৫৬ *৩৪৫৬৭(রসা,প,গ) ৪৫৬৭৮ ৫৬৭৮৯ ৬৭৮৯০(রসা,জী) ৭৮৯০১ ৮৯০১২ ১২৩৪৫ ২৩৪৫৬ *৩৪৫৬৭(রসা,প,গ) ৪৫৬৭৮ ৫৬৭৮৯ ৬৭৮৯০(রসা,জী) ৭৮৯০১ ৮৯০১২ ১২৩৪৫ ২৩৪৫৬ *৩৪৫৬৭(রসা,প,গ) ৪৫৬৭৮ ৫৬৭৮৯ ৬৭৮৯০(রসা,জী) ৭৮৯০১ ৮৯০১২ ১২৩৪৫ ২৩৪৫৬ *৩৪৫৬৭(রসা,প,গ) ৪৫৬৭৮ ৫৬৭৮৯ ৬৭৮৯০(রসা,জী) ৭৮৯০১ ৮৯০১২ ১২৩৪৫ ২৩৪৫৬ *৩৪৫৬৭(রসা,প,গ) ৪৫৬৭৮ ৫৬৭৮৯ ৬৭৮৯০(রসা,জী) ৭৮৯০১ ৮৯০১২ ১২৩৪৫ ২৩৪৫৬ *৩৪৫৬৭(রসা,প,গ) ৪৫৬৭৮ ৫৬৭৮৯ ৬৭৮৯০(রসা,জী) ৭৮৯০১ ৮৯০১২ ১২৩৪৫ ২৩৪৫৬ *৩৪৫৬৭(রসা,প,গ) ৪৫৬৭৮ ৫৬৭৮৯ ৬৭৮৯০(রসা,জী) ৭৮৯০১ ৮৯০১২ ১২৩৪৫ ২৩৪৫৬ *৩৪৫৬৭(রসা,প,গ) ৪৫৬৭৮ ৫৬৭৮৯ ৬৭৮৯০(রসা,জী) ৭৮৯০১ ৮৯০১২ ১২৩৪৫ ২৩৪৫৬ *৩৪৫৬৭(রসা,প,গ) ৪৫৬৭৮ ৫৬৭৮৯ ৬৭৮৯০(রসা,জী) ৭৮৯০১ ৮৯০১২ ১২৩৪৫ ২৩৪৫৬ *৩৪৫৬৭(রসা,প,গ) ৪৫৬৭৮ ৫৬৭৮৯ ৬৭৮৯০(রসা,জী) ৭৮৯০১ ৮৯০১২ ১২৩৪৫ ২৩৪৫৬ *৩৪৫৬৭(রসা,প,গ) ৪৫৬৭৮ ৫৬৭৮৯ ৬৭৮৯০(রসা,জী) ৭৮৯০১ ৮৯০১২ ১২৩৪৫ ২৩৪৫৬ *৩৪৫৬৭(রসা,প,গ) ৪৫৬৭৮ ৫৬৭৮৯ ৬৭৮৯০(রসা,জী) ৭৮৯০১ ৮৯০১২ ১২৩৪৫ ২৩৪৫৬ *৩৪৫৬৭(রসা,প,গ) ৪৫৬৭৮ ৫৬৭৮৯ ৬৭৮৯০(রসা,জী) ৭৮৯০১ ৮৯০১২ ১২৩৪৫ ২৩৪৫৬ *৩৪৫৬৭(রসা,প,গ) ৪৫৬৭৮ ৫৬৭৮৯ ৬৭৮৯০(রসা,জী) ৭৮৯০১ ৮৯০১২ ১২৩৪৫ ২৩৪৫৬ *৩৪৫৬৭(রসা,প,গ) ৪৫৬৭৮ ৫৬৭৮৯ ৬৭৮৯০(রসা,জী) ৭৮৯০১ ৮৯০১২ ১২৩৪৫ ২৩৪৫৬ *৩৪৫৬৭(রসা,প,গ) ৪৫৬৭৮ ৫৬৭৮৯ ৬৭৮৯০(রসা,জী) ৭৮৯০১ ৮৯০১২ ১২৩৪৫ ২৩৪৫৬ *৩৪৫৬৭(রসা,প,গ) ৪৫৬৭৮ ৫৬৭৮৯ ৬৭৮৯০(রসা,জী) ৭৮৯০১ ৮৯০১২ ১২৩৪৫ ২৩৪৫৬ *৩৪৫৬৭(রসা,প,গ) ৪৫৬৭৮ ৫৬৭৮৯ ৬৭৮৯০(রসা,জী) ৭৮৯০১: [566, 398, 828, 559]
- roll-number-listing: ১২৩৪৫ ২৩৪৫৬ *৩৪৫৬৭(রসা,প,গ) ৪৫৬৭৮ ৫৬৭৮৯ ৬৭৮৯০(রসা,জী) ৭৮৯০১ ৮৯০১২ ১২৩৪৫ ২৩৪৫৬ *৩৪৫৬৭(রসা,প,গ) ৪৫৬৭৮ ৫৬৭৮৯ ৬৭৮৯০(রসা,জী) ৭৮৯০১ ৮৯০১২ ১২৩৪৫ ২৩৪৫৬ *৩৪৫৬৭(রসা,প,গ) ৪৫৬৭৮ ৫৬৭৮৯ ৬৭৮৯০(রসা,জী) ৭৮৯০১ ৮৯০১২ ১২৩৪৫ ২৩৪৫৬ *৩৪৫৬৭(রসা,প,গ) ৪৫৬৭৮ ৫৬৭৮৯ ৬৭৮৯০(রসা,জী) ৭৮৯০১ ৮৯০১২ ১২৩৪৫ ২৩৪৫৬ *৩৪৫৬৭(রসা,প,গ) ৪৫৬৭৮ ৫৬৭৮৯ ৬৭৮৯০(রসা,জী) ৭৮৯০১ ৮৯০১২ ১২৩৪৫ ২৩৪৫৬ *৩৪৫৬৭(রসা,প,গ) ৪৫৬৭৮ ৫৬৭৮৯ ৬৭৮৯০(রসা,জী) ৭৮৯০১ ৮৯০১২ ১২৩৪৫ ২৩৪৫৬ *৩৪৫৬৭(রসা,প,গ) ৪৫৬৭৮ ৫৬৭৮৯ ৬৭৮৯০(রসা,জী) ৭৮৯০১ ৮৯০১২ ১২৩৪৫ ২৩৪৫৬ *৩৪৫৬৭(রসা,প,গ) ৪৫৬৭৮ ৫৬৭৮৯ ৬৭৮৯০(রসা,জী) ৭৮৯০১ ৮৯০১২ ১২৩৪৫ ২৩৪৫৬ *৩৪৫৬৭(রসা,প,গ) ৪৫৬৭৮ ৫৬৭৮৯ ৬৭৮৯০(রসা,জী) ৭৮৯০১ ৮৯০১২ ১২৩৪৫ ২৩৪৫৬ *৩৪৫৬৭(রসা,প,গ) ৪৫৬৭৮ ৫৬৭৮৯ ৬৭৮৯০(রসা,জী) ৭৮৯০১ ৮৯০১২ ১২৩৪৫ ২৩৪৫৬ *৩৪৫৬৭(রসা,প,গ) ৪৫৬৭৮ ৫৬৭৮৯ ৬৭৮৯০(রসা,জী) ৭৮৯০১ ৮৯০১২ ১২৩৪৫ ২৩৪৫৬ *৩৪৫৬৭(রসা,প,গ) ৪৫৬৭৮ ৫৬৭৮৯ ৬৭৮৯০(রসা,জী) ৭৮৯০১ ৮৯০১২ ১২৩৪৫ ২৩৪৫৬ *৩৪৫৬৭(রসা,প,গ) ৪৫৬৭৮ ৫৬৭৮৯ ৬৭৮৯০(রসা,জী) ৭৮৯০১ ৮৯০১২ ১২৩৪৫ ২৩৪৫৬ *৩৪৫৬৭(রসা,প,গ) ৪৫৬৭৮ ৫৬৭৮৯ ৬৭৮৯০(রসা,জী) ৭৮৯০১ ৮৯০১২ ১২৩৪৫ ২৩৪৫৬ *৩৪৫৬৭(রসা,প,গ) ৪৫৬৭৮ ৫৬৭৮৯ ৬৭৮৯০(রসা,জী) ৭৮৯০১ ৮৯০১২ ১২৩৪৫ ২৩৪৫৬ *৩৪৫৬৭(রসা,প,গ) ৪৫৬৭৮ ৫৬৭৮৯ ৬৭৮৯০(রসা,জী) ৭৮৯০১ ৮৯০১২ ১২৩৪৫ ২৩৪৫৬ *৩৪৫৬৭(রসা,প,গ) ৪৫৬৭৮ ৫৬৭৮৯ ৬৭৮৯০(রসা,জী) ৭৮৯০১ ৮৯০১২ ১২৩৪৫ ২৩৪৫৬ *৩৪৫৬৭(রসা,প,গ) ৪৫৬৭৮ ৫৬৭৮৯ ৬৭৮৯০(রসা,জী) ৭৮৯০১ ৮৯০১২ ১২৩৪৫ ২৩৪৫৬ *৩৪৫৬৭(রসা,প,গ) ৪৫৬৭৮ ৫৬৭৮৯ ৬৭৮৯০(রসা,জী) ৭৮৯০১ ৮৯০১২ ১২৩৪৫ ২৩৪৫৬ *৩৪৫৬৭(রসা,প,গ) ৪৫৬৭৮ ৫৬৭৮৯ ৬৭৮৯০(রসা,জী) ৭৮৯০১ ৮৯০১২ ১২৩৪৫ ২৩৪৫৬ *৩৪৫৬৭(রসা,প,গ) ৪৫৬৭৮ ৫৬৭৮৯ ৬৭৮৯০(রসা,জী) ৭৮৯০১ ৮৯০১২ ১২৩৪৫ ২৩৪৫৬ *৩৪৫৬৭(রসা,প,গ) ৪৫৬৭৮ ৫৬৭৮৯ ৬৭৮৯০(রসা,জী) ৭৮৯০১ ৮৯০১২ ১২৩৪৫ ২৩৪৫৬ *৩৪৫৬৭(রসা,প,গ) ৪৫৬৭৮ ৫৬৭৮৯ ৬৭৮৯০(রসা,জী) ৭৮৯০১ ৮৯০১২ ১২৩৪৫ ২৩৪৫৬ *৩৪৫৬৭(রসা,প,গ) ৪৫৬৭৮ ৫৬৭৮৯ ৬৭৮৯০(রসা,জী) ৭৮৯০১ ৮৯০১২ ১২৩৪৫ ২৩৪৫৬ *৩৪৫৬৭(রসা,প,গ) ৪৫৬৭৮ ৫৬৭৮৯ ৬৭৮৯০(রসা,জী) ৭৮৯০১ ৮৯০১২ ১২৩৪৫ ২৩৪৫৬ *৩৪৫৬৭(রসা,প,গ) ৪৫৬৭৮ ৫৬৭৮৯ ৬৭৮৯০(রসা,জী) ৭৮৯০১ ৮৯০১২ ১২৩৪৫ ২৩৪৫৬ *৩৪৫৬৭(রসা,প,গ) ৪৫৬৭৮ ৫৬৭৮৯ ৬৭৮৯০(রসা,জী) ৭৮৯০১ ৮৯০১২ ১২৩৪৫ ২৩৪৫৬ *৩৪৫৬৭(রসা,প,গ) ৪৫৬৭৮ ৫৬৭৮৯ ৬৭৮৯০(রসা,জী) ৭৮৯০১ ৮৯০১২ ১২৩৪৫ ২৩৪৫৬ *৩৪৫৬৭(রসা,প,গ) ৪৫৬৭৮ ৫৬৭৮৯ ৬৭৮৯০(রসা,জী) ৭৮৯০১ ৮৯০১২ ১২৩৪৫ ২৩৪৫৬ *৩৪৫৬৭(রসা,প,গ) ৪৫৬৭৮ ৫৬৭৮৯ ৬৭৮৯০(রসা,জী) ৭৮৯০১ ৮৯০১২ ১২৩৪৫ ২৩৪৫৬ *৩৪৫৬৭(রসা,প,গ) ৪৫৬৭৮ ৫৬৭৮৯ ৬৭৮৯০(রসা,জী) ৭৮৯০১ ৮৯০১২ ১২৩৪৫ ২৩৪৫৬ *৩৪৫৬৭(রসা,প,গ) ৪৫৬৭৮ ৫৬৭৮৯ ৬৭৮৯০(রসা,জী) ৭৮৯০১ ৮৯০১২ ১২৩৪৫ ২৩৪৫৬ *৩৪৫৬৭(রসা,প,গ) ৪৫৬৭৮ ৫৬৭৮৯ ৬৭৮৯০(রসা,জী) ৭৮৯০১ ৮৯০১২ ১২৩৪৫ ২৩৪৫৬ *৩৪৫৬৭(রসা,প,গ) ৪৫৬৭৮ ৫৬৭৮৯ ৬৭৮৯০(রসা,জী) ৭৮৯০১ ৮৯০১২ ১২৩৪৫ ২৩৪৫৬ *৩৪৫৬৭(রসা,প,গ) ৪৫৬৭৮ ৫৬৭৮৯ ৬৭৮৯০(রসা,জী) ৭৮৯০১ ৮৯০১২ ১২৩৪৫ ২৩৪৫৬ *৩৪৫৬৭(রসা,প,গ) ৪৫৬৭৮ ৫৬৭৮৯ ৬৭৮৯০(রসা,জী) ৭৮৯০১ ৮৯০১২ ১২৩৪৫ ২৩৪৫৬ *৩৪৫৬৭(রসা,প,গ) ৪৫৬৭৮ ৫৬৭৮৯ ৬৭৮৯০(রসা,জী) ৭৮৯০১ ৮৯০১২ ১২৩৪৫ ২৩৪৫৬ *৩৪৫৬৭(রসা,প,গ) ৪৫৬৭৮ ৫৬৭৮৯ ৬৭৮৯০(রসা,জী): [286, 1376, 554, 1544]
- roll-range: রোল নম্বর ..... মোট ... জন।: [286, 407, 350, 414]
- roll-number-listing: ১২৩৪৫ ২৩৪৫৬ *৩৪৫৬৭(রসা,প,গ) ৪৫৬৭৮ ৫৬৭৮৯ ৬৭৮৯০(রসা,জী) ৭৮৯০১ ৮৯০১২ ১২৩৪৫ ২৩৪৫৬ *৩৪৫৬৭(রসা,প,গ) ৪৫৬৭৮ ৫৬৭৮৯ ৬৭৮৯০(রসা,জী) ৭৮৯০১ ৮৯০১২ ১২৩৪৫ ২৩৪৫৬ *৩৪৫৬৭(রসা,প,গ) ৪৫৬৭৮ ৫৬৭৮৯ ৬৭৮৯০(রসা,জী) ৭৮৯০১ ৮৯০১২ ১২৩৪৫ ২৩৪৫৬ *৩৪৫৬৭(রসা,প,গ) ৪৫৬৭৮ ৫৬৭৮৯ ৬৭৮৯০(রসা,জী) ৭৮৯০১ ৮৯০১২ ১২৩৪৫ ২৩৪৫৬ *৩৪৫৬৭(রসা,প,গ) ৪৫৬৭৮ ৫৬৭৮৯ ৬৭৮৯০(রসা,জী) ৭৮৯০১ ৮৯০১২ ১২৩৪৫ ২৩৪৫৬ *৩৪৫৬৭(রসা,প,গ) ৪৫৬৭৮ ৫৬৭৮৯ ৬৭৮৯০(রসা,জী) ৭৮৯০১ ৮৯০১২ ১২৩৪৫ ২৩৪৫৬ *৩৪৫৬৭(রসা,প,গ) ৪৫৬৭৮ ৫৬৭৮৯ ৬৭৮৯০(রসা,জী) ৭৮৯০১ ৮৯০১২ ১২৩৪৫ ২৩৪৫৬ *৩৪৫৬৭(রসা,প,গ) ৪৫৬৭৮ ৫৬৭৮৯ ৬৭৮৯০(রসা,জী) ৭৮৯০১ ৮৯০১২ ১২৩৪৫ ২৩৪৫৬ *৩৪৫৬৭(রসা,প,গ) ৪৫৬৭৮ ৫৬৭৮৯ ৬৭৮৯০(রসা,জী) ৭৮৯০১ ৮৯০১২ ১২৩৪৫ ২৩৪৫৬ *৩৪৫৬৭(রসা,প,গ) ৪৫৬৭৮ ৫৬৭৮৯ ৬৭৮৯০(রসা,জী) ৭৮৯০১ ৮৯০১২ ১২৩৪৫ ২৩৪৫৬ *৩৪৫৬৭(রসা,প,গ) ৪৫৬৭৮ ৫৬৭৮৯ ৬৭৮৯০(রসা,জী) ৭৮৯০১ ৮৯০১২ ১২৩৪৫ ২৩৪৫৬ *৩৪৫৬৭(রসা,প,গ) ৪৫৬৭৮ ৫৬৭৮৯ ৬৭৮৯০(রসা,জী) ৭৮৯০১ ৮৯০১২ ১২৩৪৫ ২৩৪৫৬ *৩৪৫৬৭(রসা,প,গ) ৪৫৬৭৮ ৫৬৭৮৯ ৬৭৮৯০(রসা,জী) ৭৮৯০১ ৮৯০১২ ১২৩৪৫ ২৩৪৫৬ *৩৪৫৬৭(রসা,প,গ) ৪৫৬৭৮ ৫৬৭৮৯ ৬৭৮৯০(রসা,জী) ৭৮৯০১ ৮৯০১২ ১২৩৪৫ ২৩৪৫৬ *৩৪৫৬৭(রসা,প,গ) ৪৫৬৭৮ ৫৬৭৮৯ ৬৭৮৯০(রসা,জী) ৭৮৯০১ ৮৯০১২ ১২৩৪৫ ২৩৪৫৬ *৩৪৫৬৭(রসা,প,গ) ৪৫৬৭৮ ৫৬৭৮৯ ৬৭৮৯০(রসা,জী) ৭৮৯০১ ৮৯০১২ ১২৩৪৫ ২৩৪৫৬ *৩৪৫৬৭(রসা,প,গ) ৪৫৬৭৮ ৫৬৭৮৯ ৬৭৮৯০(রসা,জী) ৭৮৯০১ ৮৯০১২ ১২৩৪৫ ২৩৪৫৬ *৩৪৫৬৭(রসা,প,গ) ৪৫: [286, 1270, 554, 1350]
